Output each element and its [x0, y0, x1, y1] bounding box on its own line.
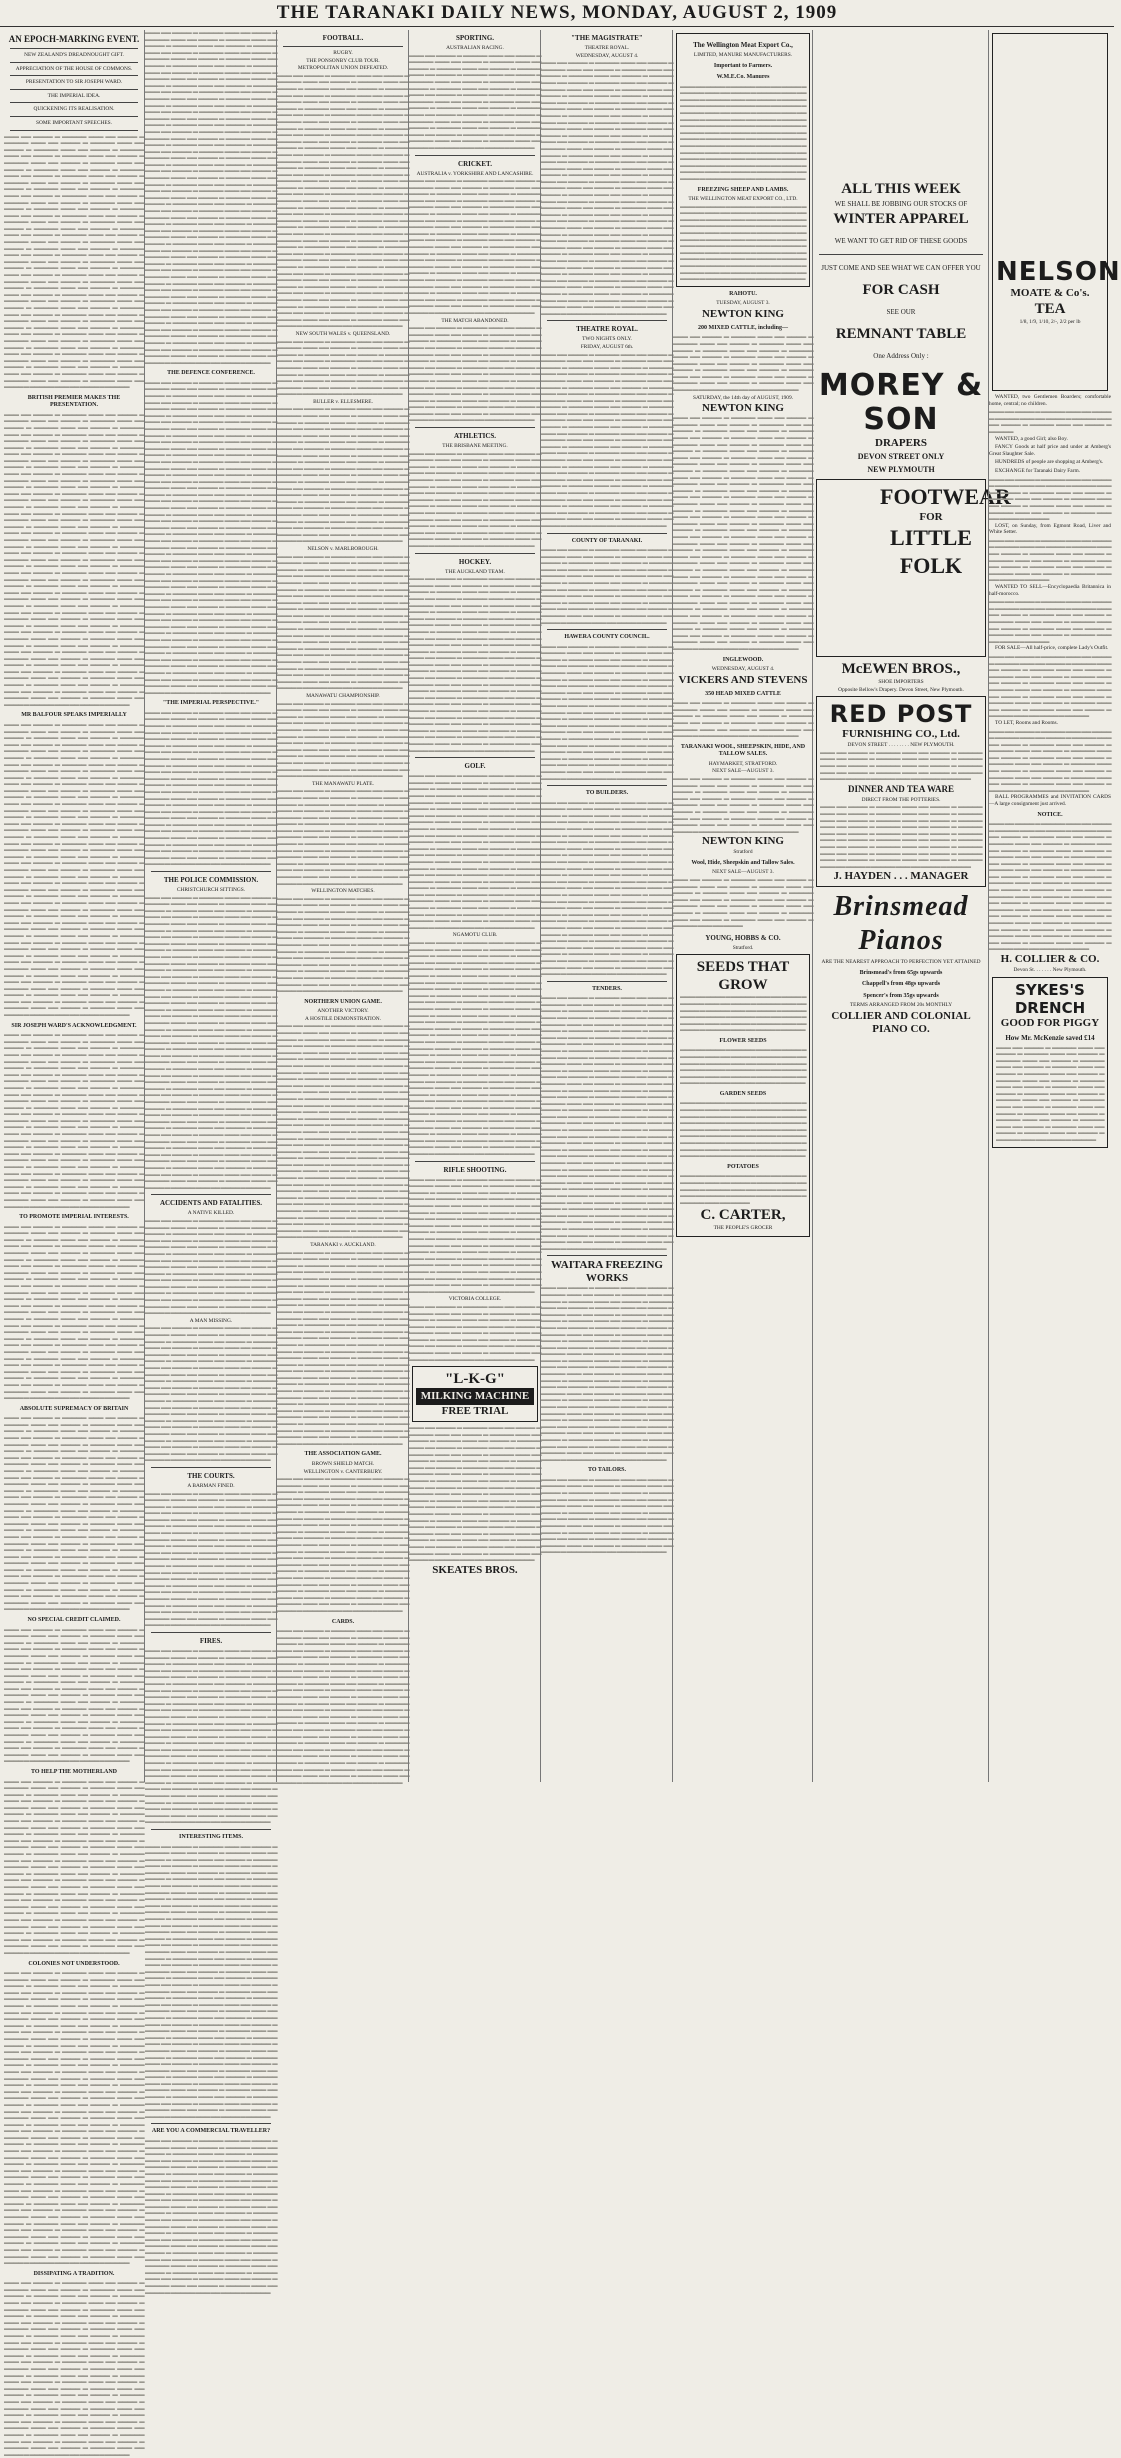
- ad-text: SEE OUR: [886, 308, 916, 316]
- ad-title: FOOTWEAR: [880, 484, 1011, 509]
- red-post-ad: [816, 696, 986, 887]
- section-heading: HOCKEY.: [458, 557, 492, 566]
- young-hobbs-ad: YOUNG, HOBBS & CO.: [705, 933, 781, 942]
- article-text: ▬▬▬ ▬▬ ▬▬▬▬ ▬ ▬▬▬▬▬ ▬▬▬ ▬▬ ▬▬▬▬ ▬ ▬▬▬▬▬ ▬▬▬ ▬▬ ▬▬▬▬ ▬ ▬▬▬▬▬ ▬▬▬ ▬▬ ▬▬▬▬ ▬ ▬▬▬▬▬ ▬▬▬ ▬▬ ▬▬▬▬ ▬ ▬▬▬▬▬ ▬▬▬ ▬▬ ▬▬▬▬ ▬ ▬▬▬▬▬ ▬▬▬ ▬▬ ▬▬▬▬ ▬ ▬▬▬▬▬ ▬▬▬ ▬▬ ▬▬▬▬ ▬ ▬▬▬▬▬ ▬▬▬ ▬▬ ▬▬▬▬ ▬ ▬▬▬▬▬ ▬▬▬ ▬▬ ▬▬▬▬ ▬ ▬▬▬▬▬ ▬▬▬ ▬▬ ▬▬▬▬ ▬ ▬▬▬▬▬ ▬▬▬ ▬▬ ▬▬▬▬ ▬ ▬▬▬▬▬ ▬▬▬ ▬▬ ▬▬▬▬ ▬ ▬▬▬▬▬ ▬▬▬ ▬▬ ▬▬▬▬ ▬ ▬▬▬▬▬ ▬▬▬ ▬▬ ▬▬▬▬ ▬ ▬▬▬▬▬ ▬▬▬ ▬▬ ▬▬▬▬ ▬ ▬▬▬▬▬ ▬▬▬ ▬▬ ▬▬▬▬ ▬ ▬▬▬▬▬ ▬▬▬ ▬▬ ▬▬▬▬ ▬ ▬▬▬▬▬ ▬▬▬ ▬▬ ▬▬▬▬ ▬ ▬▬▬▬▬ ▬▬▬ ▬▬ ▬▬▬▬ ▬ ▬▬▬▬▬ ▬▬▬ ▬▬ ▬▬▬▬ ▬ ▬▬▬▬▬ ▬▬▬ ▬▬ ▬▬▬▬ ▬ ▬▬▬▬▬ ▬▬▬ ▬▬ ▬▬▬▬ ▬ ▬▬▬▬▬ ▬▬▬ ▬▬ ▬▬▬▬ ▬ ▬▬▬▬▬ ▬▬▬ ▬▬ ▬▬▬▬ ▬ ▬▬▬▬▬: [277, 895, 409, 995]
- subhead: THE IMPERIAL IDEA.: [47, 92, 101, 99]
- subhead: THE PONSONBY CLUB TOUR.: [306, 57, 380, 64]
- article-text: ▬▬▬ ▬▬ ▬▬▬▬ ▬ ▬▬▬▬▬ ▬▬▬ ▬▬ ▬▬▬▬ ▬ ▬▬▬▬▬ ▬▬▬ ▬▬ ▬▬▬▬ ▬ ▬▬▬▬▬ ▬▬▬ ▬▬ ▬▬▬▬ ▬ ▬▬▬▬▬ ▬▬▬ ▬▬ ▬▬▬▬ ▬ ▬▬▬▬▬ ▬▬▬ ▬▬ ▬▬▬▬ ▬ ▬▬▬▬▬ ▬▬▬ ▬▬ ▬▬▬▬ ▬ ▬▬▬▬▬ ▬▬▬ ▬▬ ▬▬▬▬ ▬ ▬▬▬▬▬ ▬▬▬ ▬▬ ▬▬▬▬ ▬ ▬▬▬▬▬ ▬▬▬ ▬▬ ▬▬▬▬ ▬ ▬▬▬▬▬ ▬▬▬ ▬▬ ▬▬▬▬ ▬ ▬▬▬▬▬ ▬▬▬ ▬▬ ▬▬▬▬ ▬ ▬▬▬▬▬ ▬▬▬ ▬▬ ▬▬▬▬ ▬ ▬▬▬▬▬ ▬▬▬ ▬▬ ▬▬▬▬ ▬ ▬▬▬▬▬ ▬▬▬ ▬▬ ▬▬▬▬ ▬ ▬▬▬▬▬ ▬▬▬ ▬▬ ▬▬▬▬ ▬ ▬▬▬▬▬ ▬▬▬ ▬▬ ▬▬▬▬ ▬ ▬▬▬▬▬ ▬▬▬ ▬▬ ▬▬▬▬ ▬ ▬▬▬▬▬ ▬▬▬ ▬▬ ▬▬▬▬ ▬ ▬▬▬▬▬ ▬▬▬ ▬▬ ▬▬▬▬ ▬ ▬▬▬▬▬ ▬▬▬ ▬▬ ▬▬▬▬ ▬ ▬▬▬▬▬ ▬▬▬ ▬▬ ▬▬▬▬ ▬ ▬▬▬▬▬ ▬▬▬ ▬▬ ▬▬▬▬ ▬ ▬▬▬▬▬ ▬▬▬ ▬▬ ▬▬▬▬ ▬ ▬▬▬▬▬ ▬▬▬ ▬▬ ▬▬▬▬ ▬ ▬▬▬▬▬ ▬▬▬ ▬▬ ▬▬▬▬ ▬ ▬▬▬▬▬ ▬▬▬ ▬▬ ▬▬▬▬ ▬ ▬▬▬▬▬ ▬▬▬ ▬▬ ▬▬▬▬ ▬ ▬▬▬▬▬ ▬▬▬ ▬▬ ▬▬▬▬ ▬ ▬▬▬▬▬ ▬▬▬ ▬▬ ▬▬▬▬ ▬ ▬▬▬▬▬ ▬▬▬ ▬▬ ▬▬▬▬ ▬ ▬▬▬▬▬ ▬▬▬ ▬▬ ▬▬▬▬ ▬ ▬▬▬▬▬ ▬▬▬ ▬▬ ▬▬▬▬ ▬ ▬▬▬▬▬ ▬▬▬ ▬▬ ▬▬▬▬ ▬ ▬▬▬▬▬ ▬▬▬ ▬▬ ▬▬▬▬ ▬ ▬▬▬▬▬ ▬▬▬ ▬▬ ▬▬▬▬ ▬ ▬▬▬▬▬ ▬▬▬ ▬▬ ▬▬▬▬ ▬ ▬▬▬▬▬ ▬▬▬ ▬▬ ▬▬▬▬ ▬ ▬▬▬▬▬ ▬▬▬ ▬▬ ▬▬▬▬ ▬ ▬▬▬▬▬ ▬▬▬ ▬▬ ▬▬▬▬ ▬ ▬▬▬▬▬ ▬▬▬ ▬▬ ▬▬▬▬ ▬ ▬▬▬▬▬ ▬▬▬ ▬▬ ▬▬▬▬ ▬ ▬▬▬▬▬ ▬▬▬ ▬▬ ▬▬▬▬ ▬ ▬▬▬▬▬ ▬▬▬ ▬▬ ▬▬▬▬ ▬ ▬▬▬▬▬ ▬▬▬ ▬▬ ▬▬▬▬ ▬ ▬▬▬▬▬ ▬▬▬ ▬▬ ▬▬▬▬ ▬ ▬▬▬▬▬ ▬▬▬ ▬▬ ▬▬▬▬ ▬ ▬▬▬▬▬ ▬▬▬ ▬▬ ▬▬▬▬ ▬ ▬▬▬▬▬ ▬▬▬ ▬▬ ▬▬▬▬ ▬ ▬▬▬▬▬ ▬▬▬ ▬▬ ▬▬▬▬ ▬ ▬▬▬▬▬ ▬▬▬ ▬▬ ▬▬▬▬ ▬ ▬▬▬▬▬ ▬▬▬ ▬▬ ▬▬▬▬ ▬ ▬▬▬▬▬ ▬▬▬ ▬▬ ▬▬▬▬ ▬ ▬▬▬▬▬ ▬▬▬ ▬▬ ▬▬▬▬ ▬ ▬▬▬▬▬ ▬▬▬ ▬▬ ▬▬▬▬ ▬ ▬▬▬▬▬ ▬▬▬ ▬▬ ▬▬▬▬ ▬ ▬▬▬▬▬ ▬▬▬ ▬▬ ▬▬▬▬ ▬ ▬▬▬▬▬ ▬▬▬ ▬▬ ▬▬▬▬ ▬ ▬▬▬▬▬ ▬▬▬ ▬▬ ▬▬▬▬ ▬ ▬▬▬▬▬ ▬▬▬ ▬▬ ▬▬▬▬ ▬ ▬▬▬▬▬ ▬▬▬ ▬▬ ▬▬▬▬ ▬ ▬▬▬▬▬ ▬▬▬ ▬▬ ▬▬▬▬ ▬ ▬▬▬▬▬ ▬▬▬ ▬▬ ▬▬▬▬ ▬ ▬▬▬▬▬ ▬▬▬ ▬▬ ▬▬▬▬ ▬ ▬▬▬▬▬ ▬▬▬ ▬▬ ▬▬▬▬ ▬ ▬▬▬▬▬: [277, 72, 409, 330]
- ad-heading: RAHOTU.: [729, 290, 757, 297]
- article-text: ▬▬▬ ▬▬ ▬▬▬▬ ▬ ▬▬▬▬▬ ▬▬▬ ▬▬ ▬▬▬▬ ▬ ▬▬▬▬▬ ▬▬▬ ▬▬ ▬▬▬▬ ▬ ▬▬▬▬▬ ▬▬▬ ▬▬ ▬▬▬▬ ▬ ▬▬▬▬▬ ▬▬▬ ▬▬ ▬▬▬▬ ▬ ▬▬▬▬▬ ▬▬▬ ▬▬ ▬▬▬▬ ▬ ▬▬▬▬▬ ▬▬▬ ▬▬ ▬▬▬▬ ▬ ▬▬▬▬▬ ▬▬▬ ▬▬ ▬▬▬▬ ▬ ▬▬▬▬▬ ▬▬▬ ▬▬ ▬▬▬▬ ▬ ▬▬▬▬▬ ▬▬▬ ▬▬ ▬▬▬▬ ▬ ▬▬▬▬▬ ▬▬▬ ▬▬ ▬▬▬▬ ▬ ▬▬▬▬▬ ▬▬▬ ▬▬ ▬▬▬▬ ▬ ▬▬▬▬▬ ▬▬▬ ▬▬ ▬▬▬▬ ▬ ▬▬▬▬▬ ▬▬▬ ▬▬ ▬▬▬▬ ▬ ▬▬▬▬▬ ▬▬▬ ▬▬ ▬▬▬▬ ▬ ▬▬▬▬▬ ▬▬▬ ▬▬ ▬▬▬▬ ▬ ▬▬▬▬▬ ▬▬▬ ▬▬ ▬▬▬▬ ▬ ▬▬▬▬▬ ▬▬▬ ▬▬ ▬▬▬▬ ▬ ▬▬▬▬▬ ▬▬▬ ▬▬ ▬▬▬▬ ▬ ▬▬▬▬▬ ▬▬▬ ▬▬ ▬▬▬▬ ▬ ▬▬▬▬▬ ▬▬▬ ▬▬ ▬▬▬▬ ▬ ▬▬▬▬▬ ▬▬▬ ▬▬ ▬▬▬▬ ▬ ▬▬▬▬▬ ▬▬▬ ▬▬ ▬▬▬▬ ▬ ▬▬▬▬▬ ▬▬▬ ▬▬ ▬▬▬▬ ▬ ▬▬▬▬▬ ▬▬▬ ▬▬ ▬▬▬▬ ▬ ▬▬▬▬▬ ▬▬▬ ▬▬ ▬▬▬▬ ▬ ▬▬▬▬▬ ▬▬▬ ▬▬ ▬▬▬▬ ▬ ▬▬▬▬▬ ▬▬▬ ▬▬ ▬▬▬▬ ▬ ▬▬▬▬▬ ▬▬▬ ▬▬ ▬▬▬▬ ▬ ▬▬▬▬▬ ▬▬▬ ▬▬ ▬▬▬▬ ▬ ▬▬▬▬▬ ▬▬▬ ▬▬ ▬▬▬▬ ▬ ▬▬▬▬▬ ▬▬▬ ▬▬ ▬▬▬▬ ▬ ▬▬▬▬▬ ▬▬▬ ▬▬ ▬▬▬▬ ▬ ▬▬▬▬▬ ▬▬▬ ▬▬ ▬▬▬▬ ▬ ▬▬▬▬▬ ▬▬▬ ▬▬ ▬▬▬▬ ▬ ▬▬▬▬▬ ▬▬▬ ▬▬ ▬▬▬▬ ▬ ▬▬▬▬▬ ▬▬▬ ▬▬ ▬▬▬▬ ▬ ▬▬▬▬▬ ▬▬▬ ▬▬ ▬▬▬▬ ▬ ▬▬▬▬▬ ▬▬▬ ▬▬ ▬▬▬▬ ▬ ▬▬▬▬▬ ▬▬▬ ▬▬ ▬▬▬▬ ▬ ▬▬▬▬▬ ▬▬▬ ▬▬ ▬▬▬▬ ▬ ▬▬▬▬▬ ▬▬▬ ▬▬ ▬▬▬▬ ▬ ▬▬▬▬▬ ▬▬▬ ▬▬ ▬▬▬▬ ▬ ▬▬▬▬▬ ▬▬▬ ▬▬ ▬▬▬▬ ▬ ▬▬▬▬▬ ▬▬▬ ▬▬ ▬▬▬▬ ▬ ▬▬▬▬▬ ▬▬▬ ▬▬ ▬▬▬▬ ▬ ▬▬▬▬▬ ▬▬▬ ▬▬ ▬▬▬▬ ▬ ▬▬▬▬▬ ▬▬▬ ▬▬ ▬▬▬▬ ▬ ▬▬▬▬▬ ▬▬▬ ▬▬ ▬▬▬▬ ▬ ▬▬▬▬▬ ▬▬▬ ▬▬ ▬▬▬▬ ▬ ▬▬▬▬▬ ▬▬▬ ▬▬ ▬▬▬▬ ▬ ▬▬▬▬▬ ▬▬▬ ▬▬ ▬▬▬▬ ▬ ▬▬▬▬▬ ▬▬▬ ▬▬ ▬▬▬▬ ▬ ▬▬▬▬▬ ▬▬▬ ▬▬ ▬▬▬▬ ▬ ▬▬▬▬▬ ▬▬▬ ▬▬ ▬▬▬▬ ▬ ▬▬▬▬▬: [409, 940, 541, 1158]
- collier-colonial-piano-ad: COLLIER AND COLONIAL PIANO CO.: [831, 1009, 971, 1035]
- section-heading: THE DEFENCE CONFERENCE.: [167, 370, 255, 377]
- subhead: SOME IMPORTANT SPEECHES.: [36, 119, 112, 126]
- article-text: ▬▬▬ ▬▬ ▬▬▬▬ ▬ ▬▬▬▬▬ ▬▬▬ ▬▬ ▬▬▬▬ ▬ ▬▬▬▬▬ ▬▬▬ ▬▬ ▬▬▬▬ ▬ ▬▬▬▬▬ ▬▬▬ ▬▬ ▬▬▬▬ ▬ ▬▬▬▬▬ ▬▬▬ ▬▬ ▬▬▬▬ ▬ ▬▬▬▬▬ ▬▬▬ ▬▬ ▬▬▬▬ ▬ ▬▬▬▬▬ ▬▬▬ ▬▬ ▬▬▬▬ ▬ ▬▬▬▬▬ ▬▬▬ ▬▬ ▬▬▬▬ ▬ ▬▬▬▬▬ ▬▬▬ ▬▬ ▬▬▬▬ ▬ ▬▬▬▬▬ ▬▬▬ ▬▬ ▬▬▬▬ ▬ ▬▬▬▬▬ ▬▬▬ ▬▬ ▬▬▬▬ ▬ ▬▬▬▬▬ ▬▬▬ ▬▬ ▬▬▬▬ ▬ ▬▬▬▬▬ ▬▬▬ ▬▬ ▬▬▬▬ ▬ ▬▬▬▬▬ ▬▬▬ ▬▬ ▬▬▬▬ ▬ ▬▬▬▬▬ ▬▬▬ ▬▬ ▬▬▬▬ ▬ ▬▬▬▬▬ ▬▬▬ ▬▬ ▬▬▬▬ ▬ ▬▬▬▬▬ ▬▬▬ ▬▬ ▬▬▬▬ ▬ ▬▬▬▬▬ ▬▬▬ ▬▬ ▬▬▬▬ ▬ ▬▬▬▬▬ ▬▬▬ ▬▬ ▬▬▬▬ ▬ ▬▬▬▬▬ ▬▬▬ ▬▬ ▬▬▬▬ ▬ ▬▬▬▬▬ ▬▬▬ ▬▬ ▬▬▬▬ ▬ ▬▬▬▬▬ ▬▬▬ ▬▬ ▬▬▬▬ ▬ ▬▬▬▬▬ ▬▬▬ ▬▬ ▬▬▬▬ ▬ ▬▬▬▬▬ ▬▬▬ ▬▬ ▬▬▬▬ ▬ ▬▬▬▬▬ ▬▬▬ ▬▬ ▬▬▬▬ ▬ ▬▬▬▬▬ ▬▬▬ ▬▬ ▬▬▬▬ ▬ ▬▬▬▬▬ ▬▬▬ ▬▬ ▬▬▬▬ ▬ ▬▬▬▬▬ ▬▬▬ ▬▬ ▬▬▬▬ ▬ ▬▬▬▬▬ ▬▬▬ ▬▬ ▬▬▬▬ ▬ ▬▬▬▬▬ ▬▬▬ ▬▬ ▬▬▬▬ ▬ ▬▬▬▬▬ ▬▬▬ ▬▬ ▬▬▬▬ ▬ ▬▬▬▬▬ ▬▬▬ ▬▬ ▬▬▬▬ ▬ ▬▬▬▬▬ ▬▬▬ ▬▬ ▬▬▬▬ ▬ ▬▬▬▬▬ ▬▬▬ ▬▬ ▬▬▬▬ ▬ ▬▬▬▬▬ ▬▬▬ ▬▬ ▬▬▬▬ ▬ ▬▬▬▬▬: [145, 1490, 277, 1629]
- ad-text: ▬▬▬ ▬▬ ▬▬▬▬ ▬ ▬▬▬▬▬ ▬▬▬ ▬▬ ▬▬▬▬ ▬ ▬▬▬▬▬ ▬▬▬ ▬▬ ▬▬▬▬ ▬ ▬▬▬▬▬ ▬▬▬ ▬▬ ▬▬▬▬ ▬ ▬▬▬▬▬ ▬▬▬ ▬▬ ▬▬▬▬ ▬ ▬▬▬▬▬ ▬▬▬ ▬▬ ▬▬▬▬ ▬ ▬▬▬▬▬ ▬▬▬ ▬▬ ▬▬▬▬ ▬ ▬▬▬▬▬ ▬▬▬ ▬▬ ▬▬▬▬ ▬ ▬▬▬▬▬ ▬▬▬ ▬▬ ▬▬▬▬ ▬ ▬▬▬▬▬ ▬▬▬ ▬▬ ▬▬▬▬ ▬ ▬▬▬▬▬ ▬▬▬ ▬▬ ▬▬▬▬ ▬ ▬▬▬▬▬ ▬▬▬ ▬▬ ▬▬▬▬ ▬ ▬▬▬▬▬ ▬▬▬ ▬▬ ▬▬▬▬ ▬ ▬▬▬▬▬ ▬▬▬ ▬▬ ▬▬▬▬ ▬ ▬▬▬▬▬ ▬▬▬ ▬▬ ▬▬▬▬ ▬ ▬▬▬▬▬ ▬▬▬ ▬▬ ▬▬▬▬ ▬ ▬▬▬▬▬ ▬▬▬ ▬▬ ▬▬▬▬ ▬ ▬▬▬▬▬ ▬▬▬ ▬▬ ▬▬▬▬ ▬ ▬▬▬▬▬ ▬▬▬ ▬▬ ▬▬▬▬ ▬ ▬▬▬▬▬ ▬▬▬ ▬▬ ▬▬▬▬ ▬ ▬▬▬▬▬ ▬▬▬ ▬▬ ▬▬▬▬ ▬ ▬▬▬▬▬ ▬▬▬ ▬▬ ▬▬▬▬ ▬ ▬▬▬▬▬ ▬▬▬ ▬▬ ▬▬▬▬ ▬ ▬▬▬▬▬ ▬▬▬ ▬▬ ▬▬▬▬ ▬ ▬▬▬▬▬ ▬▬▬ ▬▬ ▬▬▬▬ ▬ ▬▬▬▬▬: [680, 83, 806, 182]
- ad-title: The Wellington Meat Export Co.,: [693, 41, 793, 49]
- article-text: ▬▬▬ ▬▬ ▬▬▬▬ ▬ ▬▬▬▬▬ ▬▬▬ ▬▬ ▬▬▬▬ ▬ ▬▬▬▬▬ ▬▬▬ ▬▬ ▬▬▬▬ ▬ ▬▬▬▬▬ ▬▬▬ ▬▬ ▬▬▬▬ ▬ ▬▬▬▬▬ ▬▬▬ ▬▬ ▬▬▬▬ ▬ ▬▬▬▬▬ ▬▬▬ ▬▬ ▬▬▬▬ ▬ ▬▬▬▬▬ ▬▬▬ ▬▬ ▬▬▬▬ ▬ ▬▬▬▬▬ ▬▬▬ ▬▬ ▬▬▬▬ ▬ ▬▬▬▬▬ ▬▬▬ ▬▬ ▬▬▬▬ ▬ ▬▬▬▬▬ ▬▬▬ ▬▬ ▬▬▬▬ ▬ ▬▬▬▬▬ ▬▬▬ ▬▬ ▬▬▬▬ ▬ ▬▬▬▬▬ ▬▬▬ ▬▬ ▬▬▬▬ ▬ ▬▬▬▬▬ ▬▬▬ ▬▬ ▬▬▬▬ ▬ ▬▬▬▬▬ ▬▬▬ ▬▬ ▬▬▬▬ ▬ ▬▬▬▬▬ ▬▬▬ ▬▬ ▬▬▬▬ ▬ ▬▬▬▬▬ ▬▬▬ ▬▬ ▬▬▬▬ ▬ ▬▬▬▬▬ ▬▬▬ ▬▬ ▬▬▬▬ ▬ ▬▬▬▬▬ ▬▬▬ ▬▬ ▬▬▬▬ ▬ ▬▬▬▬▬ ▬▬▬ ▬▬ ▬▬▬▬ ▬ ▬▬▬▬▬ ▬▬▬ ▬▬ ▬▬▬▬ ▬ ▬▬▬▬▬ ▬▬▬ ▬▬ ▬▬▬▬ ▬ ▬▬▬▬▬ ▬▬▬ ▬▬ ▬▬▬▬ ▬ ▬▬▬▬▬ ▬▬▬ ▬▬ ▬▬▬▬ ▬ ▬▬▬▬▬ ▬▬▬ ▬▬ ▬▬▬▬ ▬ ▬▬▬▬▬ ▬▬▬ ▬▬ ▬▬▬▬ ▬ ▬▬▬▬▬ ▬▬▬ ▬▬ ▬▬▬▬ ▬ ▬▬▬▬▬ ▬▬▬ ▬▬ ▬▬▬▬ ▬ ▬▬▬▬▬ ▬▬▬ ▬▬ ▬▬▬▬ ▬ ▬▬▬▬▬ ▬▬▬ ▬▬ ▬▬▬▬ ▬ ▬▬▬▬▬ ▬▬▬ ▬▬ ▬▬▬▬ ▬ ▬▬▬▬▬ ▬▬▬ ▬▬ ▬▬▬▬ ▬ ▬▬▬▬▬ ▬▬▬ ▬▬ ▬▬▬▬ ▬ ▬▬▬▬▬ ▬▬▬ ▬▬ ▬▬▬▬ ▬ ▬▬▬▬▬ ▬▬▬ ▬▬ ▬▬▬▬ ▬ ▬▬▬▬▬ ▬▬▬ ▬▬ ▬▬▬▬ ▬ ▬▬▬▬▬ ▬▬▬ ▬▬ ▬▬▬▬ ▬ ▬▬▬▬▬ ▬▬▬ ▬▬ ▬▬▬▬ ▬ ▬▬▬▬▬ ▬▬▬ ▬▬ ▬▬▬▬ ▬ ▬▬▬▬▬ ▬▬▬ ▬▬ ▬▬▬▬ ▬ ▬▬▬▬▬ ▬▬▬ ▬▬ ▬▬▬▬ ▬ ▬▬▬▬▬ ▬▬▬ ▬▬ ▬▬▬▬ ▬ ▬▬▬▬▬ ▬▬▬ ▬▬ ▬▬▬▬ ▬ ▬▬▬▬▬ ▬▬▬ ▬▬ ▬▬▬▬ ▬ ▬▬▬▬▬ ▬▬▬ ▬▬ ▬▬▬▬ ▬ ▬▬▬▬▬ ▬▬▬ ▬▬ ▬▬▬▬ ▬ ▬▬▬▬▬: [4, 1778, 144, 1956]
- ad-title: TEA: [1034, 301, 1066, 317]
- newspaper-masthead: THE TARANAKI DAILY NEWS, MONDAY, AUGUST 2, 1909: [0, 0, 1114, 27]
- ad-text: ▬▬▬ ▬▬ ▬▬▬▬ ▬ ▬▬▬▬▬ ▬▬▬ ▬▬ ▬▬▬▬ ▬ ▬▬▬▬▬ ▬▬▬ ▬▬ ▬▬▬▬ ▬ ▬▬▬▬▬ ▬▬▬ ▬▬ ▬▬▬▬ ▬ ▬▬▬▬▬ ▬▬▬ ▬▬ ▬▬▬▬ ▬ ▬▬▬▬▬ ▬▬▬ ▬▬ ▬▬▬▬ ▬ ▬▬▬▬▬ ▬▬▬ ▬▬ ▬▬▬▬ ▬ ▬▬▬▬▬ ▬▬▬ ▬▬ ▬▬▬▬: [680, 1173, 806, 1206]
- ad-text: Opposite Bellow's Drapery. Devon Street, New Plymouth.: [838, 686, 964, 693]
- classified-ad: LOST, on Sunday, from Egmont Road, Liver and White Setter.: [989, 522, 1111, 536]
- ad-text: ▬▬▬ ▬▬ ▬▬▬▬ ▬ ▬▬▬▬▬ ▬▬▬ ▬▬ ▬▬▬▬ ▬ ▬▬▬▬▬ ▬▬▬ ▬▬ ▬▬▬▬ ▬ ▬▬▬▬▬ ▬▬▬ ▬▬ ▬▬▬▬ ▬ ▬▬▬▬▬ ▬▬▬ ▬▬ ▬▬▬▬ ▬ ▬▬▬▬▬ ▬▬▬ ▬▬ ▬▬▬▬ ▬ ▬▬▬▬▬ ▬▬▬ ▬▬ ▬▬▬▬ ▬ ▬▬▬▬▬ ▬▬▬ ▬▬ ▬▬▬▬ ▬ ▬▬▬▬▬ ▬▬▬ ▬▬ ▬▬▬▬ ▬ ▬▬▬▬▬ ▬▬▬ ▬▬ ▬▬▬▬ ▬ ▬▬▬▬▬ ▬▬▬ ▬▬ ▬▬▬▬ ▬ ▬▬▬▬▬ ▬▬▬ ▬▬ ▬▬▬▬ ▬ ▬▬▬▬▬ ▬▬▬ ▬▬ ▬▬▬▬: [673, 877, 813, 930]
- newton-king-ad: NEWTON KING: [701, 307, 784, 320]
- article-text: ▬▬▬ ▬▬ ▬▬▬▬ ▬ ▬▬▬▬▬ ▬▬▬ ▬▬ ▬▬▬▬ ▬ ▬▬▬▬▬ ▬▬▬ ▬▬ ▬▬▬▬ ▬ ▬▬▬▬▬ ▬▬▬ ▬▬ ▬▬▬▬ ▬ ▬▬▬▬▬ ▬▬▬ ▬▬ ▬▬▬▬ ▬ ▬▬▬▬▬ ▬▬▬ ▬▬ ▬▬▬▬ ▬ ▬▬▬▬▬ ▬▬▬ ▬▬ ▬▬▬▬ ▬ ▬▬▬▬▬ ▬▬▬ ▬▬ ▬▬▬▬ ▬ ▬▬▬▬▬ ▬▬▬ ▬▬ ▬▬▬▬ ▬ ▬▬▬▬▬ ▬▬▬ ▬▬ ▬▬▬▬ ▬ ▬▬▬▬▬ ▬▬▬ ▬▬ ▬▬▬▬ ▬ ▬▬▬▬▬ ▬▬▬ ▬▬ ▬▬▬▬ ▬ ▬▬▬▬▬ ▬▬▬ ▬▬ ▬▬▬▬ ▬ ▬▬▬▬▬ ▬▬▬ ▬▬ ▬▬▬▬ ▬ ▬▬▬▬▬ ▬▬▬ ▬▬ ▬▬▬▬ ▬ ▬▬▬▬▬ ▬▬▬ ▬▬ ▬▬▬▬ ▬ ▬▬▬▬▬ ▬▬▬ ▬▬ ▬▬▬▬ ▬ ▬▬▬▬▬ ▬▬▬ ▬▬ ▬▬▬▬ ▬ ▬▬▬▬▬ ▬▬▬ ▬▬ ▬▬▬▬ ▬ ▬▬▬▬▬ ▬▬▬ ▬▬ ▬▬▬▬ ▬ ▬▬▬▬▬ ▬▬▬ ▬▬ ▬▬▬▬ ▬ ▬▬▬▬▬ ▬▬▬ ▬▬ ▬▬▬▬ ▬ ▬▬▬▬▬ ▬▬▬ ▬▬ ▬▬▬▬ ▬ ▬▬▬▬▬ ▬▬▬ ▬▬ ▬▬▬▬ ▬ ▬▬▬▬▬ ▬▬▬ ▬▬ ▬▬▬▬ ▬ ▬▬▬▬▬ ▬▬▬ ▬▬ ▬▬▬▬ ▬ ▬▬▬▬▬ ▬▬▬ ▬▬ ▬▬▬▬ ▬ ▬▬▬▬▬ ▬▬▬ ▬▬ ▬▬▬▬ ▬ ▬▬▬▬▬ ▬▬▬ ▬▬ ▬▬▬▬ ▬ ▬▬▬▬▬ ▬▬▬ ▬▬ ▬▬▬▬ ▬ ▬▬▬▬▬ ▬▬▬ ▬▬ ▬▬▬▬ ▬ ▬▬▬▬▬ ▬▬▬ ▬▬ ▬▬▬▬ ▬ ▬▬▬▬▬ ▬▬▬ ▬▬ ▬▬▬▬ ▬ ▬▬▬▬▬ ▬▬▬ ▬▬ ▬▬▬▬ ▬ ▬▬▬▬▬ ▬▬▬ ▬▬ ▬▬▬▬ ▬ ▬▬▬▬▬ ▬▬▬ ▬▬ ▬▬▬▬ ▬ ▬▬▬▬▬ ▬▬▬ ▬▬ ▬▬▬▬ ▬ ▬▬▬▬▬ ▬▬▬ ▬▬ ▬▬▬▬ ▬ ▬▬▬▬▬ ▬▬▬ ▬▬ ▬▬▬▬ ▬ ▬▬▬▬▬ ▬▬▬ ▬▬ ▬▬▬▬ ▬ ▬▬▬▬▬ ▬▬▬ ▬▬ ▬▬▬▬ ▬ ▬▬▬▬▬ ▬▬▬ ▬▬ ▬▬▬▬ ▬ ▬▬▬▬▬ ▬▬▬ ▬▬ ▬▬▬▬ ▬ ▬▬▬▬▬ ▬▬▬ ▬▬ ▬▬▬▬ ▬ ▬▬▬▬▬ ▬▬▬ ▬▬ ▬▬▬▬ ▬ ▬▬▬▬▬: [145, 1647, 277, 1826]
- section-heading: ABSOLUTE SUPREMACY OF BRITAIN: [19, 1405, 129, 1412]
- section-heading: CRICKET.: [458, 159, 492, 168]
- ad-headline: REMNANT TABLE: [835, 326, 967, 342]
- ad-text: ▬▬▬ ▬▬ ▬▬▬▬ ▬ ▬▬▬▬▬ ▬▬▬ ▬▬ ▬▬▬▬ ▬ ▬▬▬▬▬ ▬▬▬ ▬▬ ▬▬▬▬ ▬ ▬▬▬▬▬ ▬▬▬ ▬▬ ▬▬▬▬ ▬ ▬▬▬▬▬ ▬▬▬ ▬▬ ▬▬▬▬ ▬ ▬▬▬▬▬ ▬▬▬ ▬▬ ▬▬▬▬ ▬ ▬▬▬▬▬ ▬▬▬ ▬▬ ▬▬▬▬ ▬ ▬▬▬▬▬ ▬▬▬ ▬▬ ▬▬▬▬ ▬ ▬▬▬▬▬ ▬▬▬ ▬▬ ▬▬▬▬ ▬ ▬▬▬▬▬ ▬▬▬ ▬▬ ▬▬▬▬ ▬ ▬▬▬▬▬ ▬▬▬ ▬▬ ▬▬▬▬ ▬ ▬▬▬▬▬ ▬▬▬ ▬▬ ▬▬▬▬ ▬ ▬▬▬▬▬ ▬▬▬ ▬▬ ▬▬▬▬ ▬ ▬▬▬▬▬ ▬▬▬ ▬▬ ▬▬▬▬ ▬ ▬▬▬▬▬ ▬▬▬ ▬▬ ▬▬▬▬ ▬ ▬▬▬▬▬: [989, 653, 1111, 720]
- ad-text: ▬▬▬ ▬▬ ▬▬▬▬ ▬ ▬▬▬▬▬ ▬▬▬ ▬▬ ▬▬▬▬ ▬ ▬▬▬▬▬ ▬▬▬ ▬▬ ▬▬▬▬ ▬ ▬▬▬▬▬ ▬▬▬ ▬▬ ▬▬▬▬ ▬ ▬▬▬▬▬ ▬▬▬ ▬▬ ▬▬▬▬ ▬ ▬▬▬▬▬ ▬▬▬ ▬▬ ▬▬▬▬ ▬ ▬▬▬▬▬ ▬▬▬ ▬▬ ▬▬▬▬ ▬ ▬▬▬▬▬ ▬▬▬ ▬▬ ▬▬▬▬ ▬ ▬▬▬▬▬ ▬▬▬ ▬▬ ▬▬▬▬ ▬ ▬▬▬▬▬ ▬▬▬ ▬▬ ▬▬▬▬ ▬ ▬▬▬▬▬ ▬▬▬ ▬▬ ▬▬▬▬ ▬ ▬▬▬▬▬ ▬▬▬ ▬▬ ▬▬▬▬ ▬ ▬▬▬▬▬ ▬▬▬ ▬▬ ▬▬▬▬ ▬ ▬▬▬▬▬ ▬▬▬ ▬▬ ▬▬▬▬ ▬ ▬▬▬▬▬ ▬▬▬ ▬▬ ▬▬▬▬ ▬ ▬▬▬▬▬ ▬▬▬ ▬▬ ▬▬▬▬ ▬ ▬▬▬▬▬ ▬▬▬ ▬▬ ▬▬▬▬ ▬ ▬▬▬▬▬ ▬▬▬ ▬▬ ▬▬▬▬ ▬ ▬▬▬▬▬ ▬▬▬ ▬▬ ▬▬▬▬ ▬ ▬▬▬▬▬ ▬▬▬ ▬▬ ▬▬▬▬ ▬ ▬▬▬▬▬: [541, 547, 673, 626]
- section-heading: GOLF.: [464, 762, 486, 771]
- article-text: ▬▬▬ ▬▬ ▬▬▬▬ ▬ ▬▬▬▬▬ ▬▬▬ ▬▬ ▬▬▬▬ ▬ ▬▬▬▬▬ ▬▬▬ ▬▬ ▬▬▬▬ ▬ ▬▬▬▬▬ ▬▬▬ ▬▬ ▬▬▬▬ ▬ ▬▬▬▬▬ ▬▬▬ ▬▬ ▬▬▬▬ ▬ ▬▬▬▬▬ ▬▬▬ ▬▬ ▬▬▬▬ ▬ ▬▬▬▬▬ ▬▬▬ ▬▬ ▬▬▬▬ ▬ ▬▬▬▬▬ ▬▬▬ ▬▬ ▬▬▬▬ ▬ ▬▬▬▬▬ ▬▬▬ ▬▬ ▬▬▬▬ ▬ ▬▬▬▬▬ ▬▬▬ ▬▬ ▬▬▬▬ ▬ ▬▬▬▬▬ ▬▬▬ ▬▬ ▬▬▬▬ ▬ ▬▬▬▬▬ ▬▬▬ ▬▬ ▬▬▬▬ ▬ ▬▬▬▬▬ ▬▬▬ ▬▬ ▬▬▬▬ ▬ ▬▬▬▬▬ ▬▬▬ ▬▬ ▬▬▬▬ ▬ ▬▬▬▬▬ ▬▬▬ ▬▬ ▬▬▬▬ ▬ ▬▬▬▬▬ ▬▬▬ ▬▬ ▬▬▬▬ ▬ ▬▬▬▬▬ ▬▬▬ ▬▬ ▬▬▬▬ ▬ ▬▬▬▬▬ ▬▬▬ ▬▬ ▬▬▬▬ ▬ ▬▬▬▬▬ ▬▬▬ ▬▬ ▬▬▬▬ ▬ ▬▬▬▬▬ ▬▬▬ ▬▬ ▬▬▬▬ ▬ ▬▬▬▬▬ ▬▬▬ ▬▬ ▬▬▬▬ ▬ ▬▬▬▬▬ ▬▬▬ ▬▬ ▬▬▬▬ ▬ ▬▬▬▬▬ ▬▬▬ ▬▬ ▬▬▬▬ ▬ ▬▬▬▬▬ ▬▬▬ ▬▬ ▬▬▬▬ ▬ ▬▬▬▬▬ ▬▬▬ ▬▬ ▬▬▬▬ ▬ ▬▬▬▬▬: [277, 788, 409, 887]
- ad-subtitle: MILKING MACHINE: [416, 1388, 534, 1405]
- ad-text: DRAPERS: [875, 437, 927, 449]
- classified-ad: WANTED, two Gentlemen Boarders; comfortable home, central; no children.: [989, 394, 1111, 407]
- ad-text: Chappell's from 48gs upwards: [861, 981, 941, 988]
- article-text: ▬▬▬ ▬▬ ▬▬▬▬ ▬ ▬▬▬▬▬ ▬▬▬ ▬▬ ▬▬▬▬ ▬ ▬▬▬▬▬ ▬▬▬ ▬▬ ▬▬▬▬ ▬ ▬▬▬▬▬ ▬▬▬ ▬▬ ▬▬▬▬ ▬ ▬▬▬▬▬ ▬▬▬ ▬▬ ▬▬▬▬ ▬ ▬▬▬▬▬ ▬▬▬ ▬▬ ▬▬▬▬ ▬ ▬▬▬▬▬ ▬▬▬ ▬▬ ▬▬▬▬ ▬ ▬▬▬▬▬ ▬▬▬ ▬▬ ▬▬▬▬ ▬ ▬▬▬▬▬ ▬▬▬ ▬▬ ▬▬▬▬ ▬ ▬▬▬▬▬ ▬▬▬ ▬▬ ▬▬▬▬ ▬ ▬▬▬▬▬ ▬▬▬ ▬▬ ▬▬▬▬ ▬ ▬▬▬▬▬ ▬▬▬ ▬▬ ▬▬▬▬ ▬ ▬▬▬▬▬ ▬▬▬ ▬▬ ▬▬▬▬ ▬ ▬▬▬▬▬ ▬▬▬ ▬▬ ▬▬▬▬ ▬ ▬▬▬▬▬ ▬▬▬ ▬▬ ▬▬▬▬ ▬ ▬▬▬▬▬ ▬▬▬ ▬▬ ▬▬▬▬ ▬ ▬▬▬▬▬ ▬▬▬ ▬▬ ▬▬▬▬ ▬ ▬▬▬▬▬ ▬▬▬ ▬▬ ▬▬▬▬ ▬ ▬▬▬▬▬ ▬▬▬ ▬▬ ▬▬▬▬ ▬ ▬▬▬▬▬ ▬▬▬ ▬▬ ▬▬▬▬ ▬ ▬▬▬▬▬ ▬▬▬ ▬▬ ▬▬▬▬ ▬ ▬▬▬▬▬ ▬▬▬ ▬▬ ▬▬▬▬ ▬ ▬▬▬▬▬ ▬▬▬ ▬▬ ▬▬▬▬ ▬ ▬▬▬▬▬ ▬▬▬ ▬▬ ▬▬▬▬ ▬ ▬▬▬▬▬ ▬▬▬ ▬▬ ▬▬▬▬ ▬ ▬▬▬▬▬ ▬▬▬ ▬▬ ▬▬▬▬ ▬ ▬▬▬▬▬ ▬▬▬ ▬▬ ▬▬▬▬ ▬ ▬▬▬▬▬ ▬▬▬ ▬▬ ▬▬▬▬ ▬ ▬▬▬▬▬ ▬▬▬ ▬▬ ▬▬▬▬ ▬ ▬▬▬▬▬ ▬▬▬ ▬▬ ▬▬▬▬ ▬ ▬▬▬▬▬ ▬▬▬ ▬▬ ▬▬▬▬ ▬ ▬▬▬▬▬ ▬▬▬ ▬▬ ▬▬▬▬ ▬ ▬▬▬▬▬ ▬▬▬ ▬▬ ▬▬▬▬ ▬ ▬▬▬▬▬ ▬▬▬ ▬▬ ▬▬▬▬ ▬ ▬▬▬▬▬ ▬▬▬ ▬▬ ▬▬▬▬ ▬ ▬▬▬▬▬: [4, 1626, 144, 1765]
- section-heading: ATHLETICS.: [453, 432, 497, 441]
- ad-text: ▬▬▬ ▬▬ ▬▬▬▬ ▬ ▬▬▬▬▬ ▬▬▬ ▬▬ ▬▬▬▬ ▬ ▬▬▬▬▬ ▬▬▬ ▬▬ ▬▬▬▬ ▬ ▬▬▬▬▬ ▬▬▬ ▬▬ ▬▬▬▬ ▬ ▬▬▬▬▬ ▬▬▬ ▬▬ ▬▬▬▬ ▬ ▬▬▬▬▬ ▬▬▬ ▬▬ ▬▬▬▬ ▬ ▬▬▬▬▬ ▬▬▬ ▬▬ ▬▬▬▬ ▬ ▬▬▬▬▬ ▬▬▬ ▬▬ ▬▬▬▬ ▬ ▬▬▬▬▬ ▬▬▬ ▬▬ ▬▬▬▬ ▬ ▬▬▬▬▬ ▬▬▬ ▬▬ ▬▬▬▬ ▬ ▬▬▬▬▬ ▬▬▬ ▬▬ ▬▬▬▬ ▬ ▬▬▬▬▬ ▬▬▬ ▬▬ ▬▬▬▬ ▬ ▬▬▬▬▬ ▬▬▬ ▬▬ ▬▬▬▬ ▬ ▬▬▬▬▬ ▬▬▬ ▬▬ ▬▬▬▬ ▬ ▬▬▬▬▬ ▬▬▬ ▬▬ ▬▬▬▬ ▬ ▬▬▬▬▬ ▬▬▬ ▬▬ ▬▬▬▬ ▬ ▬▬▬▬▬ ▬▬▬ ▬▬ ▬▬▬▬ ▬ ▬▬▬▬▬ ▬▬▬ ▬▬ ▬▬▬▬ ▬ ▬▬▬▬▬ ▬▬▬ ▬▬ ▬▬▬▬ ▬ ▬▬▬▬▬ ▬▬▬ ▬▬ ▬▬▬▬ ▬ ▬▬▬▬▬ ▬▬▬ ▬▬ ▬▬▬▬ ▬ ▬▬▬▬▬ ▬▬▬ ▬▬ ▬▬▬▬ ▬ ▬▬▬▬▬ ▬▬▬ ▬▬ ▬▬▬▬ ▬ ▬▬▬▬▬ ▬▬▬ ▬▬ ▬▬▬▬ ▬ ▬▬▬▬▬ ▬▬▬ ▬▬ ▬▬▬▬ ▬ ▬▬▬▬▬ ▬▬▬ ▬▬ ▬▬▬▬ ▬ ▬▬▬▬▬ ▬▬▬ ▬▬ ▬▬▬▬ ▬ ▬▬▬▬▬ ▬▬▬ ▬▬ ▬▬▬▬ ▬ ▬▬▬▬▬ ▬▬▬ ▬▬ ▬▬▬▬ ▬ ▬▬▬▬▬ ▬▬▬ ▬▬ ▬▬▬▬ ▬ ▬▬▬▬▬: [989, 821, 1111, 953]
- subhead: NGAMOTU CLUB.: [452, 932, 498, 939]
- divider: [415, 757, 535, 758]
- section-heading: NORTHERN UNION GAME.: [304, 998, 382, 1005]
- ad-text: DIRECT FROM THE POTTERIES.: [861, 796, 941, 803]
- ad-text: WE WANT TO GET RID OF THESE GOODS: [834, 237, 968, 245]
- ad-heading: FREEZING SHEEP AND LAMBS.: [697, 186, 789, 193]
- headline-epoch-event: AN EPOCH-MARKING EVENT.: [8, 34, 140, 44]
- divider: [10, 75, 138, 76]
- ad-subtitle: FURNISHING CO., Ltd.: [842, 728, 960, 741]
- ad-text: ▬▬▬ ▬▬ ▬▬▬▬ ▬ ▬▬▬▬▬ ▬▬▬ ▬▬ ▬▬▬▬ ▬ ▬▬▬▬▬ ▬▬▬ ▬▬ ▬▬▬▬ ▬ ▬▬▬▬▬ ▬▬▬ ▬▬ ▬▬▬▬ ▬ ▬▬▬▬▬ ▬▬▬ ▬▬ ▬▬▬▬ ▬ ▬▬▬▬▬ ▬▬▬ ▬▬ ▬▬▬▬ ▬ ▬▬▬▬▬ ▬▬▬ ▬▬ ▬▬▬▬ ▬ ▬▬▬▬▬ ▬▬▬ ▬▬ ▬▬▬▬ ▬ ▬▬▬▬▬ ▬▬▬ ▬▬ ▬▬▬▬ ▬ ▬▬▬▬▬ ▬▬▬ ▬▬ ▬▬▬▬ ▬ ▬▬▬▬▬ ▬▬▬ ▬▬ ▬▬▬▬ ▬ ▬▬▬▬▬ ▬▬▬ ▬▬ ▬▬▬▬ ▬ ▬▬▬▬▬ ▬▬▬ ▬▬ ▬▬▬▬ ▬ ▬▬▬▬▬ ▬▬▬ ▬▬ ▬▬▬▬ ▬ ▬▬▬▬▬ ▬▬▬ ▬▬ ▬▬▬▬ ▬ ▬▬▬▬▬: [680, 1100, 806, 1160]
- section-heading: FIRES.: [199, 1636, 223, 1645]
- divider: [151, 1632, 271, 1633]
- subhead: VICTORIA COLLEGE.: [448, 1296, 502, 1303]
- article-text: ▬▬▬ ▬▬ ▬▬▬▬ ▬ ▬▬▬▬▬ ▬▬▬ ▬▬ ▬▬▬▬ ▬ ▬▬▬▬▬ ▬▬▬ ▬▬ ▬▬▬▬ ▬ ▬▬▬▬▬ ▬▬▬ ▬▬ ▬▬▬▬ ▬ ▬▬▬▬▬ ▬▬▬ ▬▬ ▬▬▬▬ ▬ ▬▬▬▬▬ ▬▬▬ ▬▬ ▬▬▬▬ ▬ ▬▬▬▬▬ ▬▬▬ ▬▬ ▬▬▬▬ ▬ ▬▬▬▬▬ ▬▬▬ ▬▬ ▬▬▬▬ ▬ ▬▬▬▬▬ ▬▬▬ ▬▬ ▬▬▬▬ ▬ ▬▬▬▬▬ ▬▬▬ ▬▬ ▬▬▬▬ ▬ ▬▬▬▬▬ ▬▬▬ ▬▬ ▬▬▬▬ ▬ ▬▬▬▬▬ ▬▬▬ ▬▬ ▬▬▬▬ ▬ ▬▬▬▬▬ ▬▬▬ ▬▬ ▬▬▬▬ ▬ ▬▬▬▬▬ ▬▬▬ ▬▬ ▬▬▬▬ ▬ ▬▬▬▬▬ ▬▬▬ ▬▬ ▬▬▬▬ ▬ ▬▬▬▬▬ ▬▬▬ ▬▬ ▬▬▬▬ ▬ ▬▬▬▬▬ ▬▬▬ ▬▬ ▬▬▬▬ ▬ ▬▬▬▬▬ ▬▬▬ ▬▬ ▬▬▬▬ ▬ ▬▬▬▬▬ ▬▬▬ ▬▬ ▬▬▬▬ ▬ ▬▬▬▬▬ ▬▬▬ ▬▬ ▬▬▬▬ ▬ ▬▬▬▬▬ ▬▬▬ ▬▬ ▬▬▬▬ ▬ ▬▬▬▬▬ ▬▬▬ ▬▬ ▬▬▬▬ ▬ ▬▬▬▬▬ ▬▬▬ ▬▬ ▬▬▬▬ ▬ ▬▬▬▬▬ ▬▬▬ ▬▬ ▬▬▬▬ ▬ ▬▬▬▬▬ ▬▬▬ ▬▬ ▬▬▬▬ ▬ ▬▬▬▬▬ ▬▬▬ ▬▬ ▬▬▬▬ ▬ ▬▬▬▬▬ ▬▬▬ ▬▬ ▬▬▬▬ ▬ ▬▬▬▬▬ ▬▬▬ ▬▬ ▬▬▬▬ ▬ ▬▬▬▬▬ ▬▬▬ ▬▬ ▬▬▬▬ ▬ ▬▬▬▬▬ ▬▬▬ ▬▬ ▬▬▬▬ ▬ ▬▬▬▬▬ ▬▬▬ ▬▬ ▬▬▬▬ ▬ ▬▬▬▬▬ ▬▬▬ ▬▬ ▬▬▬▬ ▬ ▬▬▬▬▬ ▬▬▬ ▬▬ ▬▬▬▬ ▬ ▬▬▬▬▬ ▬▬▬ ▬▬ ▬▬▬▬ ▬ ▬▬▬▬▬ ▬▬▬ ▬▬ ▬▬▬▬ ▬ ▬▬▬▬▬ ▬▬▬ ▬▬ ▬▬▬▬ ▬ ▬▬▬▬▬ ▬▬▬ ▬▬ ▬▬▬▬ ▬ ▬▬▬▬▬ ▬▬▬ ▬▬ ▬▬▬▬ ▬ ▬▬▬▬▬ ▬▬▬ ▬▬ ▬▬▬▬ ▬ ▬▬▬▬▬ ▬▬▬ ▬▬ ▬▬▬▬ ▬ ▬▬▬▬▬ ▬▬▬ ▬▬ ▬▬▬▬ ▬ ▬▬▬▬▬ ▬▬▬ ▬▬ ▬▬▬▬ ▬ ▬▬▬▬▬ ▬▬▬ ▬▬ ▬▬▬▬ ▬ ▬▬▬▬▬ ▬▬▬ ▬▬ ▬▬▬▬ ▬ ▬▬▬▬▬ ▬▬▬ ▬▬ ▬▬▬▬ ▬ ▬▬▬▬▬: [4, 1032, 144, 1210]
- divider: [415, 427, 535, 428]
- ad-title: LITTLE FOLK: [890, 525, 972, 578]
- article-text: ▬▬▬ ▬▬ ▬▬▬▬ ▬ ▬▬▬▬▬ ▬▬▬ ▬▬ ▬▬▬▬ ▬ ▬▬▬▬▬ ▬▬▬ ▬▬ ▬▬▬▬ ▬ ▬▬▬▬▬ ▬▬▬ ▬▬ ▬▬▬▬ ▬ ▬▬▬▬▬ ▬▬▬ ▬▬ ▬▬▬▬ ▬ ▬▬▬▬▬ ▬▬▬ ▬▬ ▬▬▬▬ ▬ ▬▬▬▬▬ ▬▬▬ ▬▬ ▬▬▬▬ ▬ ▬▬▬▬▬ ▬▬▬ ▬▬ ▬▬▬▬ ▬ ▬▬▬▬▬ ▬▬▬ ▬▬ ▬▬▬▬ ▬ ▬▬▬▬▬ ▬▬▬ ▬▬ ▬▬▬▬ ▬ ▬▬▬▬▬ ▬▬▬ ▬▬ ▬▬▬▬ ▬ ▬▬▬▬▬ ▬▬▬ ▬▬ ▬▬▬▬ ▬ ▬▬▬▬▬ ▬▬▬ ▬▬ ▬▬▬▬ ▬ ▬▬▬▬▬ ▬▬▬ ▬▬ ▬▬▬▬ ▬ ▬▬▬▬▬ ▬▬▬ ▬▬ ▬▬▬▬ ▬ ▬▬▬▬▬: [277, 338, 409, 398]
- column-7: [812, 30, 1011, 1782]
- ad-text: ▬▬▬ ▬▬ ▬▬▬▬ ▬ ▬▬▬▬▬ ▬▬▬ ▬▬ ▬▬▬▬ ▬ ▬▬▬▬▬ ▬▬▬ ▬▬ ▬▬▬▬ ▬ ▬▬▬▬▬ ▬▬▬ ▬▬ ▬▬▬▬ ▬ ▬▬▬▬▬ ▬▬▬ ▬▬ ▬▬▬▬ ▬ ▬▬▬▬▬ ▬▬▬ ▬▬ ▬▬▬▬ ▬ ▬▬▬▬▬ ▬▬▬ ▬▬ ▬▬▬▬ ▬ ▬▬▬▬▬ ▬▬▬ ▬▬ ▬▬▬▬ ▬ ▬▬▬▬▬ ▬▬▬ ▬▬ ▬▬▬▬ ▬ ▬▬▬▬▬ ▬▬▬ ▬▬ ▬▬▬▬ ▬ ▬▬▬▬▬ ▬▬▬ ▬▬ ▬▬▬▬ ▬ ▬▬▬▬▬ ▬▬▬ ▬▬ ▬▬▬▬ ▬ ▬▬▬▬▬ ▬▬▬ ▬▬ ▬▬▬▬ ▬ ▬▬▬▬▬ ▬▬▬ ▬▬ ▬▬▬▬ ▬ ▬▬▬▬▬ ▬▬▬ ▬▬ ▬▬▬▬ ▬ ▬▬▬▬▬: [673, 775, 813, 835]
- seeds-ad: [676, 954, 810, 1237]
- ad-text: ▬▬▬ ▬▬ ▬▬▬▬ ▬ ▬▬▬▬▬ ▬▬▬ ▬▬ ▬▬▬▬ ▬ ▬▬▬▬▬ ▬▬▬ ▬▬ ▬▬▬▬ ▬ ▬▬▬▬▬ ▬▬▬ ▬▬ ▬▬▬▬ ▬ ▬▬▬▬▬ ▬▬▬ ▬▬ ▬▬▬▬ ▬ ▬▬▬▬▬ ▬▬▬ ▬▬ ▬▬▬▬ ▬ ▬▬▬▬▬ ▬▬▬ ▬▬ ▬▬▬▬ ▬ ▬▬▬▬▬ ▬▬▬ ▬▬ ▬▬▬▬ ▬ ▬▬▬▬▬ ▬▬▬ ▬▬ ▬▬▬▬ ▬ ▬▬▬▬▬ ▬▬▬ ▬▬ ▬▬▬▬ ▬ ▬▬▬▬▬ ▬▬▬ ▬▬ ▬▬▬▬ ▬ ▬▬▬▬▬ ▬▬▬ ▬▬ ▬▬▬▬ ▬ ▬▬▬▬▬ ▬▬▬ ▬▬ ▬▬▬▬ ▬ ▬▬▬▬▬ ▬▬▬ ▬▬ ▬▬▬▬ ▬ ▬▬▬▬▬ ▬▬▬ ▬▬ ▬▬▬▬ ▬ ▬▬▬▬▬ ▬▬▬ ▬▬ ▬▬▬▬ ▬ ▬▬▬▬▬ ▬▬▬ ▬▬ ▬▬▬▬ ▬ ▬▬▬▬▬ ▬▬▬ ▬▬ ▬▬▬▬ ▬ ▬▬▬▬▬ ▬▬▬ ▬▬ ▬▬▬▬ ▬ ▬▬▬▬▬ ▬▬▬ ▬▬ ▬▬▬▬ ▬ ▬▬▬▬▬ ▬▬▬ ▬▬ ▬▬▬▬ ▬ ▬▬▬▬▬ ▬▬▬ ▬▬ ▬▬▬▬ ▬ ▬▬▬▬▬ ▬▬▬ ▬▬ ▬▬▬▬ ▬ ▬▬▬▬▬ ▬▬▬ ▬▬ ▬▬▬▬ ▬ ▬▬▬▬▬ ▬▬▬ ▬▬ ▬▬▬▬ ▬ ▬▬▬▬▬ ▬▬▬ ▬▬ ▬▬▬▬ ▬ ▬▬▬▬▬ ▬▬▬ ▬▬ ▬▬▬▬ ▬ ▬▬▬▬▬ ▬▬▬ ▬▬ ▬▬▬▬ ▬ ▬▬▬▬▬ ▬▬▬ ▬▬ ▬▬▬▬ ▬ ▬▬▬▬▬ ▬▬▬ ▬▬ ▬▬▬▬ ▬ ▬▬▬▬▬ ▬▬▬ ▬▬ ▬▬▬▬ ▬ ▬▬▬▬▬ ▬▬▬ ▬▬ ▬▬▬▬ ▬ ▬▬▬▬▬ ▬▬▬ ▬▬ ▬▬▬▬ ▬ ▬▬▬▬▬ ▬▬▬ ▬▬ ▬▬▬▬ ▬ ▬▬▬▬▬ ▬▬▬ ▬▬ ▬▬▬▬ ▬ ▬▬▬▬▬: [541, 643, 673, 782]
- brinsmead-pianos-ad: Brinsmead Pianos: [833, 891, 969, 957]
- subhead: ANOTHER VICTORY.: [317, 1008, 369, 1015]
- ad-title: C. CARTER,: [700, 1207, 786, 1224]
- ad-text: Spencer's from 35gs upwards: [863, 992, 939, 999]
- ad-heading: THEATRE ROYAL.: [576, 325, 638, 334]
- section-heading: SIR JOSEPH WARD'S ACKNOWLEDGMENT.: [11, 1022, 137, 1029]
- ad-subtitle: GOOD FOR PIGGY: [1000, 1016, 1100, 1029]
- article-text: ▬▬▬ ▬▬ ▬▬▬▬ ▬ ▬▬▬▬▬ ▬▬▬ ▬▬ ▬▬▬▬ ▬ ▬▬▬▬▬ ▬▬▬ ▬▬ ▬▬▬▬ ▬ ▬▬▬▬▬ ▬▬▬ ▬▬ ▬▬▬▬ ▬ ▬▬▬▬▬ ▬▬▬ ▬▬ ▬▬▬▬ ▬ ▬▬▬▬▬ ▬▬▬ ▬▬ ▬▬▬▬ ▬ ▬▬▬▬▬ ▬▬▬ ▬▬ ▬▬▬▬ ▬ ▬▬▬▬▬ ▬▬▬ ▬▬ ▬▬▬▬ ▬ ▬▬▬▬▬ ▬▬▬ ▬▬ ▬▬▬▬ ▬ ▬▬▬▬▬ ▬▬▬ ▬▬ ▬▬▬▬ ▬ ▬▬▬▬▬ ▬▬▬ ▬▬ ▬▬▬▬ ▬ ▬▬▬▬▬ ▬▬▬ ▬▬ ▬▬▬▬ ▬ ▬▬▬▬▬ ▬▬▬ ▬▬ ▬▬▬▬ ▬ ▬▬▬▬▬ ▬▬▬ ▬▬ ▬▬▬▬ ▬ ▬▬▬▬▬ ▬▬▬ ▬▬ ▬▬▬▬ ▬ ▬▬▬▬▬ ▬▬▬ ▬▬ ▬▬▬▬ ▬ ▬▬▬▬▬ ▬▬▬ ▬▬ ▬▬▬▬ ▬ ▬▬▬▬▬ ▬▬▬ ▬▬ ▬▬▬▬ ▬ ▬▬▬▬▬ ▬▬▬ ▬▬ ▬▬▬▬ ▬ ▬▬▬▬▬ ▬▬▬ ▬▬ ▬▬▬▬ ▬ ▬▬▬▬▬ ▬▬▬ ▬▬ ▬▬▬▬ ▬ ▬▬▬▬▬ ▬▬▬ ▬▬ ▬▬▬▬ ▬ ▬▬▬▬▬ ▬▬▬ ▬▬ ▬▬▬▬ ▬ ▬▬▬▬▬ ▬▬▬ ▬▬ ▬▬▬▬ ▬ ▬▬▬▬▬ ▬▬▬ ▬▬ ▬▬▬▬ ▬ ▬▬▬▬▬ ▬▬▬ ▬▬ ▬▬▬▬ ▬ ▬▬▬▬▬ ▬▬▬ ▬▬ ▬▬▬▬ ▬ ▬▬▬▬▬ ▬▬▬ ▬▬ ▬▬▬▬ ▬ ▬▬▬▬▬ ▬▬▬ ▬▬ ▬▬▬▬ ▬ ▬▬▬▬▬ ▬▬▬ ▬▬ ▬▬▬▬ ▬ ▬▬▬▬▬ ▬▬▬ ▬▬ ▬▬▬▬ ▬ ▬▬▬▬▬ ▬▬▬ ▬▬ ▬▬▬▬ ▬ ▬▬▬▬▬ ▬▬▬ ▬▬ ▬▬▬▬ ▬ ▬▬▬▬▬ ▬▬▬ ▬▬ ▬▬▬▬ ▬ ▬▬▬▬▬ ▬▬▬ ▬▬ ▬▬▬▬ ▬ ▬▬▬▬▬ ▬▬▬ ▬▬ ▬▬▬▬ ▬ ▬▬▬▬▬ ▬▬▬ ▬▬ ▬▬▬▬ ▬ ▬▬▬▬▬ ▬▬▬ ▬▬ ▬▬▬▬ ▬ ▬▬▬▬▬ ▬▬▬ ▬▬ ▬▬▬▬ ▬ ▬▬▬▬▬ ▬▬▬ ▬▬ ▬▬▬▬ ▬ ▬▬▬▬▬: [409, 773, 541, 931]
- subhead: NEW SOUTH WALES v. QUEENSLAND.: [295, 330, 391, 337]
- vickers-stevens-ad: VICKERS AND STEVENS: [678, 673, 808, 686]
- article-text: ▬▬▬ ▬▬ ▬▬▬▬ ▬ ▬▬▬▬▬ ▬▬▬ ▬▬ ▬▬▬▬ ▬ ▬▬▬▬▬ ▬▬▬ ▬▬ ▬▬▬▬ ▬ ▬▬▬▬▬ ▬▬▬ ▬▬ ▬▬▬▬ ▬ ▬▬▬▬▬ ▬▬▬ ▬▬ ▬▬▬▬ ▬ ▬▬▬▬▬ ▬▬▬ ▬▬ ▬▬▬▬ ▬ ▬▬▬▬▬ ▬▬▬ ▬▬ ▬▬▬▬ ▬ ▬▬▬▬▬ ▬▬▬ ▬▬ ▬▬▬▬ ▬ ▬▬▬▬▬ ▬▬▬ ▬▬ ▬▬▬▬ ▬ ▬▬▬▬▬ ▬▬▬ ▬▬ ▬▬▬▬ ▬ ▬▬▬▬▬ ▬▬▬ ▬▬ ▬▬▬▬ ▬ ▬▬▬▬▬ ▬▬▬ ▬▬ ▬▬▬▬ ▬ ▬▬▬▬▬ ▬▬▬ ▬▬ ▬▬▬▬ ▬ ▬▬▬▬▬ ▬▬▬ ▬▬ ▬▬▬▬ ▬ ▬▬▬▬▬ ▬▬▬ ▬▬ ▬▬▬▬ ▬ ▬▬▬▬▬ ▬▬▬ ▬▬ ▬▬▬▬ ▬ ▬▬▬▬▬ ▬▬▬ ▬▬ ▬▬▬▬ ▬ ▬▬▬▬▬ ▬▬▬ ▬▬ ▬▬▬▬ ▬ ▬▬▬▬▬ ▬▬▬ ▬▬ ▬▬▬▬ ▬ ▬▬▬▬▬ ▬▬▬ ▬▬ ▬▬▬▬ ▬ ▬▬▬▬▬ ▬▬▬ ▬▬ ▬▬▬▬ ▬ ▬▬▬▬▬ ▬▬▬ ▬▬ ▬▬▬▬ ▬ ▬▬▬▬▬ ▬▬▬ ▬▬ ▬▬▬▬ ▬ ▬▬▬▬▬ ▬▬▬ ▬▬ ▬▬▬▬ ▬ ▬▬▬▬▬ ▬▬▬ ▬▬ ▬▬▬▬ ▬ ▬▬▬▬▬ ▬▬▬ ▬▬ ▬▬▬▬ ▬ ▬▬▬▬▬ ▬▬▬ ▬▬ ▬▬▬▬ ▬ ▬▬▬▬▬ ▬▬▬ ▬▬ ▬▬▬▬ ▬ ▬▬▬▬▬ ▬▬▬ ▬▬ ▬▬▬▬ ▬ ▬▬▬▬▬ ▬▬▬ ▬▬ ▬▬▬▬ ▬ ▬▬▬▬▬ ▬▬▬ ▬▬ ▬▬▬▬ ▬ ▬▬▬▬▬ ▬▬▬ ▬▬ ▬▬▬▬ ▬ ▬▬▬▬▬ ▬▬▬ ▬▬ ▬▬▬▬ ▬ ▬▬▬▬▬ ▬▬▬ ▬▬ ▬▬▬▬ ▬ ▬▬▬▬▬ ▬▬▬ ▬▬ ▬▬▬▬ ▬ ▬▬▬▬▬: [409, 1425, 541, 1564]
- lkg-milking-machine-ad: [412, 1366, 538, 1422]
- ad-heading: COUNTY OF TARANAKI.: [571, 537, 643, 544]
- classified-ad: EXCHANGE for Taranaki Dairy Farm.: [995, 467, 1081, 474]
- ad-title: DRENCH: [1014, 998, 1086, 1017]
- ad-heading: 200 MIXED CATTLE, including—: [698, 324, 788, 331]
- article-text: ▬▬▬ ▬▬ ▬▬▬▬ ▬ ▬▬▬▬▬ ▬▬▬ ▬▬ ▬▬▬▬ ▬ ▬▬▬▬▬ ▬▬▬ ▬▬ ▬▬▬▬ ▬ ▬▬▬▬▬ ▬▬▬ ▬▬ ▬▬▬▬ ▬ ▬▬▬▬▬ ▬▬▬ ▬▬ ▬▬▬▬ ▬ ▬▬▬▬▬ ▬▬▬ ▬▬ ▬▬▬▬ ▬ ▬▬▬▬▬ ▬▬▬ ▬▬ ▬▬▬▬ ▬ ▬▬▬▬▬ ▬▬▬ ▬▬ ▬▬▬▬ ▬ ▬▬▬▬▬ ▬▬▬ ▬▬ ▬▬▬▬ ▬ ▬▬▬▬▬ ▬▬▬ ▬▬ ▬▬▬▬ ▬ ▬▬▬▬▬ ▬▬▬ ▬▬ ▬▬▬▬ ▬ ▬▬▬▬▬ ▬▬▬ ▬▬ ▬▬▬▬ ▬ ▬▬▬▬▬ ▬▬▬ ▬▬ ▬▬▬▬ ▬ ▬▬▬▬▬ ▬▬▬ ▬▬ ▬▬▬▬ ▬ ▬▬▬▬▬ ▬▬▬ ▬▬ ▬▬▬▬ ▬ ▬▬▬▬▬ ▬▬▬ ▬▬ ▬▬▬▬ ▬ ▬▬▬▬▬ ▬▬▬ ▬▬ ▬▬▬▬ ▬ ▬▬▬▬▬ ▬▬▬ ▬▬ ▬▬▬▬ ▬ ▬▬▬▬▬ ▬▬▬ ▬▬ ▬▬▬▬ ▬ ▬▬▬▬▬ ▬▬▬ ▬▬ ▬▬▬▬ ▬ ▬▬▬▬▬ ▬▬▬ ▬▬ ▬▬▬▬ ▬ ▬▬▬▬▬ ▬▬▬ ▬▬ ▬▬▬▬ ▬ ▬▬▬▬▬ ▬▬▬ ▬▬ ▬▬▬▬ ▬ ▬▬▬▬▬ ▬▬▬ ▬▬ ▬▬▬▬ ▬ ▬▬▬▬▬ ▬▬▬ ▬▬ ▬▬▬▬ ▬ ▬▬▬▬▬ ▬▬▬ ▬▬ ▬▬▬▬ ▬ ▬▬▬▬▬ ▬▬▬ ▬▬ ▬▬▬▬ ▬ ▬▬▬▬▬ ▬▬▬ ▬▬ ▬▬▬▬ ▬ ▬▬▬▬▬ ▬▬▬ ▬▬ ▬▬▬▬ ▬ ▬▬▬▬▬ ▬▬▬ ▬▬ ▬▬▬▬ ▬ ▬▬▬▬▬ ▬▬▬ ▬▬ ▬▬▬▬ ▬ ▬▬▬▬▬ ▬▬▬ ▬▬ ▬▬▬▬ ▬ ▬▬▬▬▬ ▬▬▬ ▬▬ ▬▬▬▬ ▬ ▬▬▬▬▬ ▬▬▬ ▬▬ ▬▬▬▬ ▬ ▬▬▬▬▬ ▬▬▬ ▬▬ ▬▬▬▬ ▬ ▬▬▬▬▬: [277, 553, 409, 692]
- ad-title: SEEDS THAT GROW: [696, 959, 790, 994]
- subhead: NEW ZEALAND'S DREADNOUGHT GIFT.: [24, 52, 124, 58]
- article-text: ▬▬▬ ▬▬ ▬▬▬▬ ▬ ▬▬▬▬▬ ▬▬▬ ▬▬ ▬▬▬▬ ▬ ▬▬▬▬▬ ▬▬▬ ▬▬ ▬▬▬▬ ▬ ▬▬▬▬▬ ▬▬▬ ▬▬ ▬▬▬▬ ▬ ▬▬▬▬▬ ▬▬▬ ▬▬ ▬▬▬▬ ▬ ▬▬▬▬▬ ▬▬▬ ▬▬ ▬▬▬▬ ▬ ▬▬▬▬▬ ▬▬▬ ▬▬ ▬▬▬▬ ▬ ▬▬▬▬▬ ▬▬▬ ▬▬ ▬▬▬▬ ▬ ▬▬▬▬▬ ▬▬▬ ▬▬ ▬▬▬▬ ▬ ▬▬▬▬▬ ▬▬▬ ▬▬ ▬▬▬▬ ▬ ▬▬▬▬▬ ▬▬▬ ▬▬ ▬▬▬▬ ▬ ▬▬▬▬▬ ▬▬▬ ▬▬ ▬▬▬▬ ▬ ▬▬▬▬▬ ▬▬▬ ▬▬ ▬▬▬▬ ▬ ▬▬▬▬▬ ▬▬▬ ▬▬ ▬▬▬▬ ▬ ▬▬▬▬▬ ▬▬▬ ▬▬ ▬▬▬▬ ▬ ▬▬▬▬▬ ▬▬▬ ▬▬ ▬▬▬▬ ▬ ▬▬▬▬▬ ▬▬▬ ▬▬ ▬▬▬▬ ▬ ▬▬▬▬▬ ▬▬▬ ▬▬ ▬▬▬▬ ▬ ▬▬▬▬▬ ▬▬▬ ▬▬ ▬▬▬▬ ▬ ▬▬▬▬▬ ▬▬▬ ▬▬ ▬▬▬▬ ▬ ▬▬▬▬▬ ▬▬▬ ▬▬ ▬▬▬▬ ▬ ▬▬▬▬▬ ▬▬▬ ▬▬ ▬▬▬▬ ▬ ▬▬▬▬▬ ▬▬▬ ▬▬ ▬▬▬▬ ▬ ▬▬▬▬▬ ▬▬▬ ▬▬ ▬▬▬▬ ▬ ▬▬▬▬▬ ▬▬▬ ▬▬ ▬▬▬▬ ▬ ▬▬▬▬▬ ▬▬▬ ▬▬ ▬▬▬▬ ▬ ▬▬▬▬▬ ▬▬▬ ▬▬ ▬▬▬▬ ▬ ▬▬▬▬▬ ▬▬▬ ▬▬ ▬▬▬▬ ▬ ▬▬▬▬▬ ▬▬▬ ▬▬ ▬▬▬▬ ▬ ▬▬▬▬▬ ▬▬▬ ▬▬ ▬▬▬▬ ▬ ▬▬▬▬▬ ▬▬▬ ▬▬ ▬▬▬▬ ▬ ▬▬▬▬▬ ▬▬▬ ▬▬ ▬▬▬▬ ▬ ▬▬▬▬▬ ▬▬▬ ▬▬ ▬▬▬▬ ▬ ▬▬▬▬▬ ▬▬▬ ▬▬ ▬▬▬▬ ▬ ▬▬▬▬▬ ▬▬▬ ▬▬ ▬▬▬▬ ▬ ▬▬▬▬▬ ▬▬▬ ▬▬ ▬▬▬▬ ▬ ▬▬▬▬▬ ▬▬▬ ▬▬ ▬▬▬▬ ▬ ▬▬▬▬▬ ▬▬▬ ▬▬ ▬▬▬▬ ▬ ▬▬▬▬▬ ▬▬▬ ▬▬ ▬▬▬▬ ▬ ▬▬▬▬▬ ▬▬▬ ▬▬ ▬▬▬▬ ▬ ▬▬▬▬▬ ▬▬▬ ▬▬ ▬▬▬▬ ▬ ▬▬▬▬▬ ▬▬▬ ▬▬ ▬▬▬▬ ▬ ▬▬▬▬▬ ▬▬▬ ▬▬ ▬▬▬▬ ▬ ▬▬▬▬▬ ▬▬▬ ▬▬ ▬▬▬▬ ▬ ▬▬▬▬▬ ▬▬▬ ▬▬ ▬▬▬▬ ▬ ▬▬▬▬▬ ▬▬▬ ▬▬ ▬▬▬▬ ▬ ▬▬▬▬▬ ▬▬▬ ▬▬ ▬▬▬▬ ▬ ▬▬▬▬▬ ▬▬▬ ▬▬ ▬▬▬▬ ▬ ▬▬▬▬▬ ▬▬▬ ▬▬ ▬▬▬▬ ▬ ▬▬▬▬▬ ▬▬▬ ▬▬ ▬▬▬▬ ▬ ▬▬▬▬▬: [277, 1249, 409, 1447]
- classified-ad: WANTED, a good Girl; also Boy.: [995, 435, 1068, 442]
- ad-illustration: [996, 37, 1104, 257]
- subhead: RUGBY.: [333, 50, 353, 56]
- divider: [151, 1829, 271, 1830]
- divider: [547, 981, 667, 982]
- ad-text: WE SHALL BE JOBBING OUR STOCKS OF: [834, 200, 968, 208]
- divider: [151, 1194, 271, 1195]
- subhead: NEXT SALE—AUGUST 3.: [712, 869, 774, 876]
- divider: [547, 785, 667, 786]
- newton-king-ad: NEWTON KING: [701, 402, 784, 415]
- ad-text: ▬▬▬ ▬▬ ▬▬▬▬ ▬ ▬▬▬▬▬ ▬▬▬ ▬▬ ▬▬▬▬ ▬ ▬▬▬▬▬ ▬▬▬ ▬▬ ▬▬▬▬ ▬ ▬▬▬▬▬ ▬▬▬ ▬▬ ▬▬▬▬ ▬ ▬▬▬▬▬ ▬▬▬ ▬▬ ▬▬▬▬ ▬ ▬▬▬▬▬ ▬▬▬ ▬▬ ▬▬▬▬ ▬ ▬▬▬▬▬ ▬▬▬ ▬▬ ▬▬▬▬ ▬ ▬▬▬▬▬ ▬▬▬ ▬▬ ▬▬▬▬ ▬ ▬▬▬▬▬ ▬▬▬ ▬▬ ▬▬▬▬ ▬ ▬▬▬▬▬ ▬▬▬ ▬▬ ▬▬▬▬ ▬ ▬▬▬▬▬: [673, 700, 813, 740]
- subhead: TWO NIGHTS ONLY.: [582, 336, 632, 343]
- skeates-bros-ad: SKEATES BROS.: [432, 1563, 518, 1576]
- article-text: ▬▬▬ ▬▬ ▬▬▬▬ ▬ ▬▬▬▬▬ ▬▬▬ ▬▬ ▬▬▬▬ ▬ ▬▬▬▬▬ ▬▬▬ ▬▬ ▬▬▬▬ ▬ ▬▬▬▬▬ ▬▬▬ ▬▬ ▬▬▬▬ ▬ ▬▬▬▬▬ ▬▬▬ ▬▬ ▬▬▬▬ ▬ ▬▬▬▬▬ ▬▬▬ ▬▬ ▬▬▬▬ ▬ ▬▬▬▬▬ ▬▬▬ ▬▬ ▬▬▬▬ ▬ ▬▬▬▬▬ ▬▬▬ ▬▬ ▬▬▬▬ ▬ ▬▬▬▬▬ ▬▬▬ ▬▬ ▬▬▬▬ ▬ ▬▬▬▬▬ ▬▬▬ ▬▬ ▬▬▬▬ ▬ ▬▬▬▬▬ ▬▬▬ ▬▬ ▬▬▬▬ ▬ ▬▬▬▬▬ ▬▬▬ ▬▬ ▬▬▬▬ ▬ ▬▬▬▬▬ ▬▬▬ ▬▬ ▬▬▬▬ ▬ ▬▬▬▬▬ ▬▬▬ ▬▬ ▬▬▬▬ ▬ ▬▬▬▬▬ ▬▬▬ ▬▬ ▬▬▬▬ ▬ ▬▬▬▬▬ ▬▬▬ ▬▬ ▬▬▬▬ ▬ ▬▬▬▬▬ ▬▬▬ ▬▬ ▬▬▬▬ ▬ ▬▬▬▬▬ ▬▬▬ ▬▬ ▬▬▬▬ ▬ ▬▬▬▬▬ ▬▬▬ ▬▬ ▬▬▬▬ ▬ ▬▬▬▬▬ ▬▬▬ ▬▬ ▬▬▬▬ ▬ ▬▬▬▬▬ ▬▬▬ ▬▬ ▬▬▬▬ ▬ ▬▬▬▬▬ ▬▬▬ ▬▬ ▬▬▬▬ ▬ ▬▬▬▬▬ ▬▬▬ ▬▬ ▬▬▬▬ ▬ ▬▬▬▬▬ ▬▬▬ ▬▬ ▬▬▬▬ ▬ ▬▬▬▬▬ ▬▬▬ ▬▬ ▬▬▬▬ ▬ ▬▬▬▬▬: [409, 52, 541, 151]
- ad-text: JUST COME AND SEE WHAT WE CAN OFFER YOU: [821, 264, 981, 272]
- subhead: MANAWATU CHAMPIONSHIP.: [306, 693, 380, 699]
- mcewen-bros-ad: McEWEN BROS.,: [841, 661, 961, 677]
- column-3: [276, 30, 409, 1786]
- ad-heading: W.M.E.Co. Manures: [716, 74, 770, 81]
- subhead: NEXT SALE—AUGUST 3.: [712, 768, 774, 775]
- divider: [10, 130, 138, 131]
- section-heading: COLONIES NOT UNDERSTOOD.: [28, 1960, 120, 1967]
- article-text: ▬▬▬ ▬▬ ▬▬▬▬ ▬ ▬▬▬▬▬ ▬▬▬ ▬▬ ▬▬▬▬ ▬ ▬▬▬▬▬ ▬▬▬ ▬▬ ▬▬▬▬ ▬ ▬▬▬▬▬ ▬▬▬ ▬▬ ▬▬▬▬ ▬ ▬▬▬▬▬ ▬▬▬ ▬▬ ▬▬▬▬ ▬ ▬▬▬▬▬ ▬▬▬ ▬▬ ▬▬▬▬ ▬ ▬▬▬▬▬ ▬▬▬ ▬▬ ▬▬▬▬ ▬ ▬▬▬▬▬ ▬▬▬ ▬▬ ▬▬▬▬ ▬ ▬▬▬▬▬ ▬▬▬ ▬▬ ▬▬▬▬ ▬ ▬▬▬▬▬ ▬▬▬ ▬▬ ▬▬▬▬ ▬ ▬▬▬▬▬ ▬▬▬ ▬▬ ▬▬▬▬ ▬ ▬▬▬▬▬ ▬▬▬ ▬▬ ▬▬▬▬ ▬ ▬▬▬▬▬ ▬▬▬ ▬▬ ▬▬▬▬ ▬ ▬▬▬▬▬ ▬▬▬ ▬▬ ▬▬▬▬ ▬ ▬▬▬▬▬ ▬▬▬ ▬▬ ▬▬▬▬ ▬ ▬▬▬▬▬ ▬▬▬ ▬▬ ▬▬▬▬ ▬ ▬▬▬▬▬ ▬▬▬ ▬▬ ▬▬▬▬ ▬ ▬▬▬▬▬ ▬▬▬ ▬▬ ▬▬▬▬ ▬ ▬▬▬▬▬ ▬▬▬ ▬▬ ▬▬▬▬ ▬ ▬▬▬▬▬ ▬▬▬ ▬▬ ▬▬▬▬ ▬ ▬▬▬▬▬ ▬▬▬ ▬▬ ▬▬▬▬ ▬ ▬▬▬▬▬ ▬▬▬ ▬▬ ▬▬▬▬ ▬ ▬▬▬▬▬ ▬▬▬ ▬▬ ▬▬▬▬ ▬ ▬▬▬▬▬ ▬▬▬ ▬▬ ▬▬▬▬ ▬ ▬▬▬▬▬ ▬▬▬ ▬▬ ▬▬▬▬ ▬ ▬▬▬▬▬ ▬▬▬ ▬▬ ▬▬▬▬ ▬ ▬▬▬▬▬ ▬▬▬ ▬▬ ▬▬▬▬ ▬ ▬▬▬▬▬ ▬▬▬ ▬▬ ▬▬▬▬ ▬ ▬▬▬▬▬ ▬▬▬ ▬▬ ▬▬▬▬ ▬ ▬▬▬▬▬ ▬▬▬ ▬▬ ▬▬▬▬ ▬ ▬▬▬▬▬ ▬▬▬ ▬▬ ▬▬▬▬ ▬ ▬▬▬▬▬ ▬▬▬ ▬▬ ▬▬▬▬ ▬ ▬▬▬▬▬ ▬▬▬ ▬▬ ▬▬▬▬ ▬ ▬▬▬▬▬ ▬▬▬ ▬▬ ▬▬▬▬ ▬ ▬▬▬▬▬ ▬▬▬ ▬▬ ▬▬▬▬ ▬ ▬▬▬▬▬ ▬▬▬ ▬▬ ▬▬▬▬ ▬ ▬▬▬▬▬ ▬▬▬ ▬▬ ▬▬▬▬ ▬ ▬▬▬▬▬ ▬▬▬ ▬▬ ▬▬▬▬ ▬ ▬▬▬▬▬ ▬▬▬ ▬▬ ▬▬▬▬ ▬ ▬▬▬▬▬ ▬▬▬ ▬▬ ▬▬▬▬ ▬ ▬▬▬▬▬: [145, 709, 277, 868]
- ad-heading: "THE MAGISTRATE": [571, 34, 643, 42]
- ad-text: One Address Only :: [873, 352, 929, 360]
- ad-text: ▬▬▬ ▬▬ ▬▬▬▬ ▬ ▬▬▬▬▬ ▬▬▬ ▬▬ ▬▬▬▬ ▬ ▬▬▬▬▬ ▬▬▬ ▬▬ ▬▬▬▬ ▬ ▬▬▬▬▬ ▬▬▬ ▬▬ ▬▬▬▬ ▬ ▬▬▬▬▬ ▬▬▬ ▬▬ ▬▬▬▬ ▬ ▬▬▬▬▬ ▬▬▬ ▬▬ ▬▬▬▬ ▬ ▬▬▬▬▬ ▬▬▬ ▬▬ ▬▬▬▬ ▬ ▬▬▬▬▬ ▬▬▬ ▬▬ ▬▬▬▬ ▬ ▬▬▬▬▬ ▬▬▬ ▬▬ ▬▬▬▬ ▬ ▬▬▬▬▬ ▬▬▬ ▬▬ ▬▬▬▬ ▬ ▬▬▬▬▬: [680, 1047, 806, 1087]
- article-text: ▬▬▬ ▬▬ ▬▬▬▬ ▬ ▬▬▬▬▬ ▬▬▬ ▬▬ ▬▬▬▬ ▬ ▬▬▬▬▬ ▬▬▬ ▬▬ ▬▬▬▬ ▬ ▬▬▬▬▬ ▬▬▬ ▬▬ ▬▬▬▬ ▬ ▬▬▬▬▬ ▬▬▬ ▬▬ ▬▬▬▬ ▬ ▬▬▬▬▬ ▬▬▬ ▬▬ ▬▬▬▬ ▬ ▬▬▬▬▬ ▬▬▬ ▬▬ ▬▬▬▬ ▬ ▬▬▬▬▬ ▬▬▬ ▬▬ ▬▬▬▬ ▬ ▬▬▬▬▬ ▬▬▬ ▬▬ ▬▬▬▬ ▬ ▬▬▬▬▬ ▬▬▬ ▬▬ ▬▬▬▬ ▬ ▬▬▬▬▬ ▬▬▬ ▬▬ ▬▬▬▬ ▬ ▬▬▬▬▬ ▬▬▬ ▬▬ ▬▬▬▬ ▬ ▬▬▬▬▬ ▬▬▬ ▬▬ ▬▬▬▬ ▬ ▬▬▬▬▬ ▬▬▬ ▬▬ ▬▬▬▬ ▬ ▬▬▬▬▬ ▬▬▬ ▬▬ ▬▬▬▬ ▬ ▬▬▬▬▬ ▬▬▬ ▬▬ ▬▬▬▬ ▬ ▬▬▬▬▬ ▬▬▬ ▬▬ ▬▬▬▬ ▬ ▬▬▬▬▬ ▬▬▬ ▬▬ ▬▬▬▬ ▬ ▬▬▬▬▬ ▬▬▬ ▬▬ ▬▬▬▬ ▬ ▬▬▬▬▬ ▬▬▬ ▬▬ ▬▬▬▬ ▬ ▬▬▬▬▬ ▬▬▬ ▬▬ ▬▬▬▬ ▬ ▬▬▬▬▬ ▬▬▬ ▬▬ ▬▬▬▬ ▬ ▬▬▬▬▬ ▬▬▬ ▬▬ ▬▬▬▬ ▬ ▬▬▬▬▬ ▬▬▬ ▬▬ ▬▬▬▬ ▬ ▬▬▬▬▬ ▬▬▬ ▬▬ ▬▬▬▬ ▬ ▬▬▬▬▬ ▬▬▬ ▬▬ ▬▬▬▬ ▬ ▬▬▬▬▬ ▬▬▬ ▬▬ ▬▬▬▬ ▬ ▬▬▬▬▬ ▬▬▬ ▬▬ ▬▬▬▬ ▬ ▬▬▬▬▬ ▬▬▬ ▬▬ ▬▬▬▬ ▬ ▬▬▬▬▬ ▬▬▬ ▬▬ ▬▬▬▬ ▬ ▬▬▬▬▬ ▬▬▬ ▬▬ ▬▬▬▬ ▬ ▬▬▬▬▬ ▬▬▬ ▬▬ ▬▬▬▬ ▬ ▬▬▬▬▬ ▬▬▬ ▬▬ ▬▬▬▬ ▬ ▬▬▬▬▬ ▬▬▬ ▬▬ ▬▬▬▬ ▬ ▬▬▬▬▬ ▬▬▬ ▬▬ ▬▬▬▬ ▬ ▬▬▬▬▬ ▬▬▬ ▬▬ ▬▬▬▬ ▬ ▬▬▬▬▬ ▬▬▬ ▬▬ ▬▬▬▬ ▬ ▬▬▬▬▬ ▬▬▬ ▬▬ ▬▬▬▬ ▬ ▬▬▬▬▬ ▬▬▬ ▬▬ ▬▬▬▬ ▬ ▬▬▬▬▬ ▬▬▬ ▬▬ ▬▬▬▬ ▬ ▬▬▬▬▬ ▬▬▬ ▬▬ ▬▬▬▬ ▬ ▬▬▬▬▬ ▬▬▬ ▬▬ ▬▬▬▬ ▬ ▬▬▬▬▬ ▬▬▬ ▬▬ ▬▬▬▬ ▬ ▬▬▬▬▬ ▬▬▬ ▬▬ ▬▬▬▬ ▬ ▬▬▬▬▬ ▬▬▬ ▬▬ ▬▬▬▬ ▬ ▬▬▬▬▬ ▬▬▬ ▬▬ ▬▬▬▬ ▬ ▬▬▬▬▬ ▬▬▬ ▬▬ ▬▬▬▬ ▬ ▬▬▬▬▬ ▬▬▬ ▬▬ ▬▬▬▬ ▬ ▬▬▬▬▬ ▬▬▬ ▬▬ ▬▬▬▬ ▬ ▬▬▬▬▬ ▬▬▬ ▬▬ ▬▬▬▬ ▬ ▬▬▬▬▬ ▬▬▬ ▬▬ ▬▬▬▬ ▬ ▬▬▬▬▬ ▬▬▬ ▬▬ ▬▬▬▬ ▬ ▬▬▬▬▬ ▬▬▬ ▬▬ ▬▬▬▬ ▬ ▬▬▬▬▬ ▬▬▬ ▬▬ ▬▬▬▬ ▬ ▬▬▬▬▬ ▬▬▬ ▬▬ ▬▬▬▬ ▬ ▬▬▬▬▬ ▬▬▬ ▬▬ ▬▬▬▬ ▬ ▬▬▬▬▬ ▬▬▬ ▬▬ ▬▬▬▬ ▬ ▬▬▬▬▬ ▬▬▬ ▬▬ ▬▬▬▬ ▬ ▬▬▬▬▬ ▬▬▬ ▬▬ ▬▬▬▬ ▬ ▬▬▬▬▬ ▬▬▬ ▬▬ ▬▬▬▬ ▬ ▬▬▬▬▬ ▬▬▬ ▬▬ ▬▬▬▬ ▬ ▬▬▬▬▬ ▬▬▬ ▬▬ ▬▬▬▬ ▬ ▬▬▬▬▬ ▬▬▬ ▬▬ ▬▬▬▬ ▬ ▬▬▬▬▬ ▬▬▬ ▬▬ ▬▬▬▬ ▬ ▬▬▬▬▬ ▬▬▬ ▬▬ ▬▬▬▬ ▬ ▬▬▬▬▬ ▬▬▬ ▬▬ ▬▬▬▬ ▬ ▬▬▬▬▬ ▬▬▬ ▬▬ ▬▬▬▬ ▬ ▬▬▬▬▬ ▬▬▬ ▬▬ ▬▬▬▬ ▬ ▬▬▬▬▬ ▬▬▬ ▬▬ ▬▬▬▬ ▬ ▬▬▬▬▬ ▬▬▬ ▬▬ ▬▬▬▬ ▬ ▬▬▬▬▬ ▬▬▬ ▬▬ ▬▬▬▬ ▬ ▬▬▬▬▬ ▬▬▬ ▬▬ ▬▬▬▬ ▬ ▬▬▬▬▬ ▬▬▬ ▬▬ ▬▬▬▬ ▬ ▬▬▬▬▬ ▬▬▬ ▬▬ ▬▬▬▬ ▬ ▬▬▬▬▬ ▬▬▬ ▬▬ ▬▬▬▬ ▬ ▬▬▬▬▬: [4, 721, 144, 1019]
- divider: [547, 320, 667, 321]
- ad-headline: ALL THIS WEEK: [841, 181, 961, 197]
- divider: [547, 1255, 667, 1256]
- ad-text: ▬▬▬ ▬▬ ▬▬▬▬ ▬ ▬▬▬▬▬ ▬▬▬ ▬▬ ▬▬▬▬ ▬ ▬▬▬▬▬ ▬▬▬ ▬▬ ▬▬▬▬ ▬ ▬▬▬▬▬ ▬▬▬ ▬▬ ▬▬▬▬ ▬ ▬▬▬▬▬ ▬▬▬ ▬▬ ▬▬▬▬ ▬ ▬▬▬▬▬ ▬▬▬ ▬▬ ▬▬▬▬ ▬ ▬▬▬▬▬ ▬▬▬ ▬▬ ▬▬▬▬ ▬ ▬▬▬▬▬ ▬▬▬ ▬▬ ▬▬▬▬ ▬ ▬▬▬▬▬ ▬▬▬ ▬▬ ▬▬▬▬ ▬ ▬▬▬▬▬ ▬▬▬ ▬▬ ▬▬▬▬ ▬ ▬▬▬▬▬ ▬▬▬ ▬▬ ▬▬▬▬ ▬ ▬▬▬▬▬ ▬▬▬ ▬▬ ▬▬▬▬ ▬ ▬▬▬▬▬ ▬▬▬ ▬▬ ▬▬▬▬ ▬ ▬▬▬▬▬ ▬▬▬ ▬▬ ▬▬▬▬ ▬ ▬▬▬▬▬ ▬▬▬ ▬▬ ▬▬▬▬ ▬ ▬▬▬▬▬ ▬▬▬ ▬▬ ▬▬▬▬ ▬ ▬▬▬▬▬ ▬▬▬ ▬▬ ▬▬▬▬ ▬ ▬▬▬▬▬ ▬▬▬ ▬▬ ▬▬▬▬ ▬ ▬▬▬▬▬ ▬▬▬ ▬▬ ▬▬▬▬ ▬ ▬▬▬▬▬ ▬▬▬ ▬▬ ▬▬▬▬ ▬ ▬▬▬▬▬: [996, 1044, 1104, 1143]
- divider: [10, 48, 138, 49]
- subhead: A MAN MISSING.: [189, 1317, 233, 1324]
- section-heading: THE ASSOCIATION GAME.: [304, 1451, 382, 1458]
- section-heading: "THE IMPERIAL PERSPECTIVE.": [162, 700, 260, 707]
- article-text: ▬▬▬ ▬▬ ▬▬▬▬ ▬ ▬▬▬▬▬ ▬▬▬ ▬▬ ▬▬▬▬ ▬ ▬▬▬▬▬ ▬▬▬ ▬▬ ▬▬▬▬ ▬ ▬▬▬▬▬ ▬▬▬ ▬▬ ▬▬▬▬ ▬ ▬▬▬▬▬ ▬▬▬ ▬▬ ▬▬▬▬ ▬ ▬▬▬▬▬ ▬▬▬ ▬▬ ▬▬▬▬ ▬ ▬▬▬▬▬ ▬▬▬ ▬▬ ▬▬▬▬ ▬ ▬▬▬▬▬ ▬▬▬ ▬▬ ▬▬▬▬ ▬ ▬▬▬▬▬ ▬▬▬ ▬▬ ▬▬▬▬ ▬ ▬▬▬▬▬ ▬▬▬ ▬▬ ▬▬▬▬ ▬ ▬▬▬▬▬ ▬▬▬ ▬▬ ▬▬▬▬ ▬ ▬▬▬▬▬ ▬▬▬ ▬▬ ▬▬▬▬ ▬ ▬▬▬▬▬ ▬▬▬ ▬▬ ▬▬▬▬ ▬ ▬▬▬▬▬ ▬▬▬ ▬▬ ▬▬▬▬ ▬ ▬▬▬▬▬ ▬▬▬ ▬▬ ▬▬▬▬ ▬ ▬▬▬▬▬ ▬▬▬ ▬▬ ▬▬▬▬ ▬ ▬▬▬▬▬ ▬▬▬ ▬▬ ▬▬▬▬ ▬ ▬▬▬▬▬ ▬▬▬ ▬▬ ▬▬▬▬ ▬ ▬▬▬▬▬ ▬▬▬ ▬▬ ▬▬▬▬ ▬ ▬▬▬▬▬ ▬▬▬ ▬▬ ▬▬▬▬ ▬ ▬▬▬▬▬ ▬▬▬ ▬▬ ▬▬▬▬ ▬ ▬▬▬▬▬ ▬▬▬ ▬▬ ▬▬▬▬ ▬ ▬▬▬▬▬ ▬▬▬ ▬▬ ▬▬▬▬ ▬ ▬▬▬▬▬ ▬▬▬ ▬▬ ▬▬▬▬ ▬ ▬▬▬▬▬ ▬▬▬ ▬▬ ▬▬▬▬ ▬ ▬▬▬▬▬: [409, 325, 541, 424]
- divider: [283, 46, 403, 47]
- subhead: A HOSTILE DEMONSTRATION.: [305, 1015, 381, 1022]
- ad-subtitle: MOATE & Co's.: [1010, 287, 1090, 299]
- ad-heading: Important to Farmers.: [713, 62, 773, 69]
- divider: [151, 2123, 271, 2124]
- ad-text: ▬▬▬ ▬▬ ▬▬▬▬ ▬ ▬▬▬▬▬ ▬▬▬ ▬▬ ▬▬▬▬ ▬ ▬▬▬▬▬ ▬▬▬ ▬▬ ▬▬▬▬ ▬ ▬▬▬▬▬ ▬▬▬ ▬▬ ▬▬▬▬ ▬ ▬▬▬▬▬ ▬▬▬ ▬▬ ▬▬▬▬ ▬ ▬▬▬▬▬ ▬▬▬ ▬▬ ▬▬▬▬ ▬ ▬▬▬▬▬ ▬▬▬ ▬▬ ▬▬▬▬ ▬ ▬▬▬▬▬ ▬▬▬ ▬▬ ▬▬▬▬ ▬ ▬▬▬▬▬ ▬▬▬ ▬▬ ▬▬▬▬ ▬ ▬▬▬▬▬ ▬▬▬ ▬▬ ▬▬▬▬ ▬ ▬▬▬▬▬ ▬▬▬ ▬▬ ▬▬▬▬ ▬ ▬▬▬▬▬ ▬▬▬ ▬▬ ▬▬▬▬ ▬ ▬▬▬▬▬ ▬▬▬ ▬▬ ▬▬▬▬ ▬ ▬▬▬▬▬ ▬▬▬ ▬▬ ▬▬▬▬ ▬ ▬▬▬▬▬ ▬▬▬ ▬▬ ▬▬▬▬ ▬ ▬▬▬▬▬ ▬▬▬ ▬▬ ▬▬▬▬ ▬ ▬▬▬▬▬ ▬▬▬ ▬▬ ▬▬▬▬ ▬ ▬▬▬▬▬ ▬▬▬ ▬▬ ▬▬▬▬ ▬ ▬▬▬▬▬ ▬▬▬ ▬▬ ▬▬▬▬ ▬ ▬▬▬▬▬ ▬▬▬ ▬▬ ▬▬▬▬ ▬ ▬▬▬▬▬: [680, 203, 806, 283]
- classified-ad: HUNDREDS of people are shopping at Amberg's.: [995, 459, 1104, 466]
- section-heading: RIFLE SHOOTING.: [443, 1165, 507, 1174]
- ad-text: ▬▬▬ ▬▬ ▬▬▬▬ ▬ ▬▬▬▬▬ ▬▬▬ ▬▬ ▬▬▬▬ ▬ ▬▬▬▬▬ ▬▬▬ ▬▬ ▬▬▬▬ ▬ ▬▬▬▬▬ ▬▬▬ ▬▬ ▬▬▬▬ ▬ ▬▬▬▬▬ ▬▬▬ ▬▬ ▬▬▬▬ ▬ ▬▬▬▬▬ ▬▬▬ ▬▬ ▬▬▬▬ ▬ ▬▬▬▬▬ ▬▬▬ ▬▬ ▬▬▬▬ ▬ ▬▬▬▬▬ ▬▬▬ ▬▬ ▬▬▬▬ ▬ ▬▬▬▬▬ ▬▬▬ ▬▬ ▬▬▬▬ ▬ ▬▬▬▬▬ ▬▬▬ ▬▬ ▬▬▬▬ ▬ ▬▬▬▬▬ ▬▬▬ ▬▬ ▬▬▬▬ ▬ ▬▬▬▬▬ ▬▬▬ ▬▬ ▬▬▬▬ ▬ ▬▬▬▬▬ ▬▬▬ ▬▬ ▬▬▬▬ ▬ ▬▬▬▬▬ ▬▬▬ ▬▬ ▬▬▬▬ ▬ ▬▬▬▬▬ ▬▬▬ ▬▬ ▬▬▬▬ ▬ ▬▬▬▬▬ ▬▬▬ ▬▬ ▬▬▬▬ ▬ ▬▬▬▬▬ ▬▬▬ ▬▬ ▬▬▬▬ ▬ ▬▬▬▬▬ ▬▬▬ ▬▬ ▬▬▬▬ ▬ ▬▬▬▬▬ ▬▬▬ ▬▬ ▬▬▬▬ ▬ ▬▬▬▬▬ ▬▬▬ ▬▬ ▬▬▬▬ ▬ ▬▬▬▬▬: [820, 804, 982, 870]
- subhead: A BARMAN FINED.: [187, 1482, 235, 1489]
- section-heading: BRITISH PREMIER MAKES THE PRESENTATION.: [27, 394, 121, 409]
- article-text: ▬▬▬ ▬▬ ▬▬▬▬ ▬ ▬▬▬▬▬ ▬▬▬ ▬▬ ▬▬▬▬ ▬ ▬▬▬▬▬ ▬▬▬ ▬▬ ▬▬▬▬ ▬ ▬▬▬▬▬ ▬▬▬ ▬▬ ▬▬▬▬ ▬ ▬▬▬▬▬ ▬▬▬ ▬▬ ▬▬▬▬ ▬ ▬▬▬▬▬ ▬▬▬ ▬▬ ▬▬▬▬ ▬ ▬▬▬▬▬ ▬▬▬ ▬▬ ▬▬▬▬ ▬ ▬▬▬▬▬ ▬▬▬ ▬▬ ▬▬▬▬ ▬ ▬▬▬▬▬ ▬▬▬ ▬▬ ▬▬▬▬ ▬ ▬▬▬▬▬ ▬▬▬ ▬▬ ▬▬▬▬ ▬ ▬▬▬▬▬ ▬▬▬ ▬▬ ▬▬▬▬ ▬ ▬▬▬▬▬ ▬▬▬ ▬▬ ▬▬▬▬ ▬ ▬▬▬▬▬ ▬▬▬ ▬▬ ▬▬▬▬ ▬ ▬▬▬▬▬ ▬▬▬ ▬▬ ▬▬▬▬ ▬ ▬▬▬▬▬ ▬▬▬ ▬▬ ▬▬▬▬ ▬ ▬▬▬▬▬ ▬▬▬ ▬▬ ▬▬▬▬ ▬ ▬▬▬▬▬ ▬▬▬ ▬▬ ▬▬▬▬ ▬ ▬▬▬▬▬ ▬▬▬ ▬▬ ▬▬▬▬ ▬ ▬▬▬▬▬ ▬▬▬ ▬▬ ▬▬▬▬ ▬ ▬▬▬▬▬ ▬▬▬ ▬▬ ▬▬▬▬ ▬ ▬▬▬▬▬ ▬▬▬ ▬▬ ▬▬▬▬ ▬ ▬▬▬▬▬ ▬▬▬ ▬▬ ▬▬▬▬ ▬ ▬▬▬▬▬ ▬▬▬ ▬▬ ▬▬▬▬ ▬ ▬▬▬▬▬ ▬▬▬ ▬▬ ▬▬▬▬ ▬ ▬▬▬▬▬ ▬▬▬ ▬▬ ▬▬▬▬ ▬ ▬▬▬▬▬ ▬▬▬ ▬▬ ▬▬▬▬ ▬ ▬▬▬▬▬ ▬▬▬ ▬▬ ▬▬▬▬ ▬ ▬▬▬▬▬ ▬▬▬ ▬▬ ▬▬▬▬ ▬ ▬▬▬▬▬ ▬▬▬ ▬▬ ▬▬▬▬ ▬ ▬▬▬▬▬ ▬▬▬ ▬▬ ▬▬▬▬ ▬ ▬▬▬▬▬ ▬▬▬ ▬▬ ▬▬▬▬ ▬ ▬▬▬▬▬ ▬▬▬ ▬▬ ▬▬▬▬ ▬ ▬▬▬▬▬ ▬▬▬ ▬▬ ▬▬▬▬ ▬ ▬▬▬▬▬ ▬▬▬ ▬▬ ▬▬▬▬ ▬ ▬▬▬▬▬ ▬▬▬ ▬▬ ▬▬▬▬ ▬ ▬▬▬▬▬ ▬▬▬ ▬▬ ▬▬▬▬ ▬ ▬▬▬▬▬ ▬▬▬ ▬▬ ▬▬▬▬ ▬ ▬▬▬▬▬ ▬▬▬ ▬▬ ▬▬▬▬ ▬ ▬▬▬▬▬ ▬▬▬ ▬▬ ▬▬▬▬ ▬ ▬▬▬▬▬ ▬▬▬ ▬▬ ▬▬▬▬ ▬ ▬▬▬▬▬ ▬▬▬ ▬▬ ▬▬▬▬ ▬ ▬▬▬▬▬ ▬▬▬ ▬▬ ▬▬▬▬ ▬ ▬▬▬▬▬ ▬▬▬ ▬▬ ▬▬▬▬ ▬ ▬▬▬▬▬ ▬▬▬ ▬▬ ▬▬▬▬ ▬ ▬▬▬▬▬ ▬▬▬ ▬▬ ▬▬▬▬ ▬ ▬▬▬▬▬: [4, 1223, 144, 1402]
- subhead: THE MATCH ABANDONED.: [441, 317, 509, 324]
- subhead: SATURDAY, the 14th day of AUGUST, 1909.: [692, 394, 794, 401]
- ad-text: Brinsmead's from 65gs upwards: [859, 969, 943, 976]
- article-text: ▬▬▬ ▬▬ ▬▬▬▬ ▬ ▬▬▬▬▬ ▬▬▬ ▬▬ ▬▬▬▬ ▬ ▬▬▬▬▬ ▬▬▬ ▬▬ ▬▬▬▬ ▬ ▬▬▬▬▬ ▬▬▬ ▬▬ ▬▬▬▬ ▬ ▬▬▬▬▬ ▬▬▬ ▬▬ ▬▬▬▬ ▬ ▬▬▬▬▬ ▬▬▬ ▬▬ ▬▬▬▬ ▬ ▬▬▬▬▬ ▬▬▬ ▬▬ ▬▬▬▬ ▬ ▬▬▬▬▬ ▬▬▬ ▬▬ ▬▬▬▬ ▬ ▬▬▬▬▬ ▬▬▬ ▬▬ ▬▬▬▬ ▬ ▬▬▬▬▬ ▬▬▬ ▬▬ ▬▬▬▬ ▬ ▬▬▬▬▬ ▬▬▬ ▬▬ ▬▬▬▬ ▬ ▬▬▬▬▬ ▬▬▬ ▬▬ ▬▬▬▬ ▬ ▬▬▬▬▬ ▬▬▬ ▬▬ ▬▬▬▬ ▬ ▬▬▬▬▬ ▬▬▬ ▬▬ ▬▬▬▬ ▬ ▬▬▬▬▬ ▬▬▬ ▬▬ ▬▬▬▬ ▬ ▬▬▬▬▬ ▬▬▬ ▬▬ ▬▬▬▬ ▬ ▬▬▬▬▬ ▬▬▬ ▬▬ ▬▬▬▬ ▬ ▬▬▬▬▬ ▬▬▬ ▬▬ ▬▬▬▬ ▬ ▬▬▬▬▬ ▬▬▬ ▬▬ ▬▬▬▬ ▬ ▬▬▬▬▬ ▬▬▬ ▬▬ ▬▬▬▬ ▬ ▬▬▬▬▬ ▬▬▬ ▬▬ ▬▬▬▬ ▬ ▬▬▬▬▬ ▬▬▬ ▬▬ ▬▬▬▬ ▬ ▬▬▬▬▬ ▬▬▬ ▬▬ ▬▬▬▬ ▬ ▬▬▬▬▬ ▬▬▬ ▬▬ ▬▬▬▬ ▬ ▬▬▬▬▬ ▬▬▬ ▬▬ ▬▬▬▬ ▬ ▬▬▬▬▬ ▬▬▬ ▬▬ ▬▬▬▬ ▬ ▬▬▬▬▬ ▬▬▬ ▬▬ ▬▬▬▬ ▬ ▬▬▬▬▬ ▬▬▬ ▬▬ ▬▬▬▬ ▬ ▬▬▬▬▬ ▬▬▬ ▬▬ ▬▬▬▬ ▬ ▬▬▬▬▬ ▬▬▬ ▬▬ ▬▬▬▬ ▬ ▬▬▬▬▬ ▬▬▬ ▬▬ ▬▬▬▬ ▬ ▬▬▬▬▬ ▬▬▬ ▬▬ ▬▬▬▬ ▬ ▬▬▬▬▬ ▬▬▬ ▬▬ ▬▬▬▬ ▬ ▬▬▬▬▬ ▬▬▬ ▬▬ ▬▬▬▬ ▬ ▬▬▬▬▬ ▬▬▬ ▬▬ ▬▬▬▬ ▬ ▬▬▬▬▬: [145, 1325, 277, 1464]
- ad-text: 1/8, 1/9, 1/10, 2/-, 2/2 per lb: [1019, 319, 1081, 325]
- divider: [10, 102, 138, 103]
- section-heading: THE POLICE COMMISSION.: [163, 876, 259, 885]
- ad-space: [813, 30, 989, 180]
- article-text: ▬▬▬ ▬▬ ▬▬▬▬ ▬ ▬▬▬▬▬ ▬▬▬ ▬▬ ▬▬▬▬ ▬ ▬▬▬▬▬ ▬▬▬ ▬▬ ▬▬▬▬ ▬ ▬▬▬▬▬ ▬▬▬ ▬▬ ▬▬▬▬ ▬ ▬▬▬▬▬ ▬▬▬ ▬▬ ▬▬▬▬ ▬ ▬▬▬▬▬ ▬▬▬ ▬▬ ▬▬▬▬ ▬ ▬▬▬▬▬ ▬▬▬ ▬▬ ▬▬▬▬ ▬ ▬▬▬▬▬ ▬▬▬ ▬▬ ▬▬▬▬ ▬ ▬▬▬▬▬ ▬▬▬ ▬▬ ▬▬▬▬ ▬ ▬▬▬▬▬ ▬▬▬ ▬▬ ▬▬▬▬ ▬ ▬▬▬▬▬ ▬▬▬ ▬▬ ▬▬▬▬ ▬ ▬▬▬▬▬ ▬▬▬ ▬▬ ▬▬▬▬ ▬ ▬▬▬▬▬ ▬▬▬ ▬▬ ▬▬▬▬ ▬ ▬▬▬▬▬ ▬▬▬ ▬▬ ▬▬▬▬ ▬ ▬▬▬▬▬ ▬▬▬ ▬▬ ▬▬▬▬ ▬ ▬▬▬▬▬ ▬▬▬ ▬▬ ▬▬▬▬ ▬ ▬▬▬▬▬ ▬▬▬ ▬▬ ▬▬▬▬ ▬ ▬▬▬▬▬ ▬▬▬ ▬▬ ▬▬▬▬ ▬ ▬▬▬▬▬ ▬▬▬ ▬▬ ▬▬▬▬ ▬ ▬▬▬▬▬ ▬▬▬ ▬▬ ▬▬▬▬ ▬ ▬▬▬▬▬ ▬▬▬ ▬▬ ▬▬▬▬ ▬ ▬▬▬▬▬ ▬▬▬ ▬▬ ▬▬▬▬ ▬ ▬▬▬▬▬ ▬▬▬ ▬▬ ▬▬▬▬ ▬ ▬▬▬▬▬ ▬▬▬ ▬▬ ▬▬▬▬ ▬ ▬▬▬▬▬ ▬▬▬ ▬▬ ▬▬▬▬ ▬ ▬▬▬▬▬ ▬▬▬ ▬▬ ▬▬▬▬ ▬ ▬▬▬▬▬ ▬▬▬ ▬▬ ▬▬▬▬ ▬ ▬▬▬▬▬ ▬▬▬ ▬▬ ▬▬▬▬ ▬ ▬▬▬▬▬ ▬▬▬ ▬▬ ▬▬▬▬ ▬ ▬▬▬▬▬ ▬▬▬ ▬▬ ▬▬▬▬ ▬ ▬▬▬▬▬ ▬▬▬ ▬▬ ▬▬▬▬ ▬ ▬▬▬▬▬ ▬▬▬ ▬▬ ▬▬▬▬ ▬ ▬▬▬▬▬ ▬▬▬ ▬▬ ▬▬▬▬ ▬ ▬▬▬▬▬ ▬▬▬ ▬▬ ▬▬▬▬ ▬ ▬▬▬▬▬ ▬▬▬ ▬▬ ▬▬▬▬ ▬ ▬▬▬▬▬ ▬▬▬ ▬▬ ▬▬▬▬ ▬ ▬▬▬▬▬ ▬▬▬ ▬▬ ▬▬▬▬ ▬ ▬▬▬▬▬ ▬▬▬ ▬▬ ▬▬▬▬ ▬ ▬▬▬▬▬ ▬▬▬ ▬▬ ▬▬▬▬ ▬ ▬▬▬▬▬ ▬▬▬ ▬▬ ▬▬▬▬ ▬ ▬▬▬▬▬ ▬▬▬ ▬▬ ▬▬▬▬ ▬ ▬▬▬▬▬ ▬▬▬ ▬▬ ▬▬▬▬ ▬ ▬▬▬▬▬ ▬▬▬ ▬▬ ▬▬▬▬ ▬ ▬▬▬▬▬ ▬▬▬ ▬▬ ▬▬▬▬ ▬ ▬▬▬▬▬ ▬▬▬ ▬▬ ▬▬▬▬ ▬ ▬▬▬▬▬ ▬▬▬ ▬▬ ▬▬▬▬ ▬ ▬▬▬▬▬ ▬▬▬ ▬▬ ▬▬▬▬ ▬ ▬▬▬▬▬ ▬▬▬ ▬▬ ▬▬▬▬ ▬ ▬▬▬▬▬ ▬▬▬ ▬▬ ▬▬▬▬ ▬ ▬▬▬▬▬ ▬▬▬ ▬▬ ▬▬▬▬ ▬ ▬▬▬▬▬ ▬▬▬ ▬▬ ▬▬▬▬ ▬ ▬▬▬▬▬ ▬▬▬ ▬▬ ▬▬▬▬ ▬ ▬▬▬▬▬ ▬▬▬ ▬▬ ▬▬▬▬ ▬ ▬▬▬▬▬ ▬▬▬ ▬▬ ▬▬▬▬ ▬ ▬▬▬▬▬ ▬▬▬ ▬▬ ▬▬▬▬ ▬ ▬▬▬▬▬ ▬▬▬ ▬▬ ▬▬▬▬ ▬ ▬▬▬▬▬ ▬▬▬ ▬▬ ▬▬▬▬ ▬ ▬▬▬▬▬ ▬▬▬ ▬▬ ▬▬▬▬ ▬ ▬▬▬▬▬ ▬▬▬ ▬▬ ▬▬▬▬ ▬ ▬▬▬▬▬ ▬▬▬ ▬▬ ▬▬▬▬ ▬ ▬▬▬▬▬ ▬▬▬ ▬▬ ▬▬▬▬ ▬ ▬▬▬▬▬ ▬▬▬ ▬▬ ▬▬▬▬ ▬ ▬▬▬▬▬ ▬▬▬ ▬▬ ▬▬▬▬ ▬ ▬▬▬▬▬ ▬▬▬ ▬▬ ▬▬▬▬ ▬ ▬▬▬▬▬ ▬▬▬ ▬▬ ▬▬▬▬ ▬ ▬▬▬▬▬: [4, 133, 144, 391]
- ad-heading: TARANAKI WOOL, SHEEPSKIN, HIDE, AND TALLOW SALES.: [680, 743, 806, 758]
- ad-heading: TO BUILDERS.: [585, 790, 629, 797]
- ad-text: ▬▬▬ ▬▬ ▬▬▬▬ ▬ ▬▬▬▬▬ ▬▬▬ ▬▬ ▬▬▬▬ ▬ ▬▬▬▬▬ ▬▬▬ ▬▬ ▬▬▬▬ ▬ ▬▬▬▬▬ ▬▬▬ ▬▬ ▬▬▬▬ ▬ ▬▬▬▬▬ ▬▬▬ ▬▬ ▬▬▬▬ ▬ ▬▬▬▬▬ ▬▬▬ ▬▬ ▬▬▬▬ ▬ ▬▬▬▬▬ ▬▬▬ ▬▬ ▬▬▬▬ ▬ ▬▬▬▬▬ ▬▬▬ ▬▬ ▬▬▬▬ ▬ ▬▬▬▬▬ ▬▬▬ ▬▬ ▬▬▬▬ ▬ ▬▬▬▬▬ ▬▬▬ ▬▬ ▬▬▬▬ ▬ ▬▬▬▬▬: [989, 599, 1111, 645]
- subhead: APPRECIATION OF THE HOUSE OF COMMONS.: [15, 65, 133, 72]
- article-text: ▬▬▬ ▬▬ ▬▬▬▬ ▬ ▬▬▬▬▬ ▬▬▬ ▬▬ ▬▬▬▬ ▬ ▬▬▬▬▬ ▬▬▬ ▬▬ ▬▬▬▬ ▬ ▬▬▬▬▬ ▬▬▬ ▬▬ ▬▬▬▬ ▬ ▬▬▬▬▬ ▬▬▬ ▬▬ ▬▬▬▬ ▬ ▬▬▬▬▬ ▬▬▬ ▬▬ ▬▬▬▬ ▬ ▬▬▬▬▬ ▬▬▬ ▬▬ ▬▬▬▬ ▬ ▬▬▬▬▬ ▬▬▬ ▬▬ ▬▬▬▬ ▬ ▬▬▬▬▬ ▬▬▬ ▬▬ ▬▬▬▬ ▬ ▬▬▬▬▬ ▬▬▬ ▬▬ ▬▬▬▬ ▬ ▬▬▬▬▬ ▬▬▬ ▬▬ ▬▬▬▬ ▬ ▬▬▬▬▬ ▬▬▬ ▬▬ ▬▬▬▬ ▬ ▬▬▬▬▬ ▬▬▬ ▬▬ ▬▬▬▬ ▬ ▬▬▬▬▬ ▬▬▬ ▬▬ ▬▬▬▬ ▬ ▬▬▬▬▬ ▬▬▬ ▬▬ ▬▬▬▬ ▬ ▬▬▬▬▬ ▬▬▬ ▬▬ ▬▬▬▬ ▬ ▬▬▬▬▬ ▬▬▬ ▬▬ ▬▬▬▬ ▬ ▬▬▬▬▬ ▬▬▬ ▬▬ ▬▬▬▬ ▬ ▬▬▬▬▬ ▬▬▬ ▬▬ ▬▬▬▬ ▬ ▬▬▬▬▬ ▬▬▬ ▬▬ ▬▬▬▬ ▬ ▬▬▬▬▬ ▬▬▬ ▬▬ ▬▬▬▬ ▬ ▬▬▬▬▬ ▬▬▬ ▬▬ ▬▬▬▬ ▬ ▬▬▬▬▬ ▬▬▬ ▬▬ ▬▬▬▬ ▬ ▬▬▬▬▬ ▬▬▬ ▬▬ ▬▬▬▬ ▬ ▬▬▬▬▬ ▬▬▬ ▬▬ ▬▬▬▬ ▬ ▬▬▬▬▬: [409, 450, 541, 549]
- column-1: [4, 30, 144, 2458]
- ad-text: DINNER AND TEA WARE: [848, 783, 954, 794]
- subhead: PRESENTATION TO SIR JOSEPH WARD.: [25, 79, 123, 86]
- divider: [10, 62, 138, 63]
- footwear-ad: [816, 479, 1011, 657]
- ad-text: ▬▬▬ ▬▬ ▬▬▬▬ ▬ ▬▬▬▬▬ ▬▬▬ ▬▬ ▬▬▬▬ ▬ ▬▬▬▬▬ ▬▬▬ ▬▬ ▬▬▬▬ ▬ ▬▬▬▬▬ ▬▬▬ ▬▬ ▬▬▬▬ ▬ ▬▬▬▬▬ ▬▬▬ ▬▬ ▬▬▬▬ ▬ ▬▬▬▬▬ ▬▬▬ ▬▬ ▬▬▬▬ ▬ ▬▬▬▬▬ ▬▬▬ ▬▬ ▬▬▬▬ ▬ ▬▬▬▬▬ ▬▬▬ ▬▬ ▬▬▬▬ ▬ ▬▬▬▬▬ ▬▬▬ ▬▬ ▬▬▬▬ ▬ ▬▬▬▬▬ ▬▬▬ ▬▬ ▬▬▬▬ ▬ ▬▬▬▬▬: [820, 749, 982, 783]
- subhead: Stratford: [733, 849, 753, 856]
- section-heading: CARDS.: [331, 1618, 355, 1625]
- column-4: [408, 30, 541, 1782]
- ad-text: ▬▬▬ ▬▬ ▬▬▬▬ ▬ ▬▬▬▬▬ ▬▬▬ ▬▬ ▬▬▬▬ ▬ ▬▬▬▬▬ ▬▬▬ ▬▬ ▬▬▬▬ ▬ ▬▬▬▬▬ ▬▬▬ ▬▬ ▬▬▬▬ ▬ ▬▬▬▬▬ ▬▬▬ ▬▬ ▬▬▬▬ ▬ ▬▬▬▬▬ ▬▬▬ ▬▬ ▬▬▬▬ ▬ ▬▬▬▬▬ ▬▬▬ ▬▬ ▬▬▬▬ ▬ ▬▬▬▬▬ ▬▬▬ ▬▬ ▬▬▬▬ ▬ ▬▬▬▬▬ ▬▬▬ ▬▬ ▬▬▬▬ ▬ ▬▬▬▬▬ ▬▬▬ ▬▬ ▬▬▬▬ ▬ ▬▬▬▬▬: [989, 537, 1111, 584]
- ad-title: RED POST: [829, 700, 973, 729]
- subhead: A NATIVE KILLED.: [187, 1210, 235, 1217]
- article-text: ▬▬▬ ▬▬ ▬▬▬▬ ▬ ▬▬▬▬▬ ▬▬▬ ▬▬ ▬▬▬▬ ▬ ▬▬▬▬▬ ▬▬▬ ▬▬ ▬▬▬▬ ▬ ▬▬▬▬▬ ▬▬▬ ▬▬ ▬▬▬▬ ▬ ▬▬▬▬▬ ▬▬▬ ▬▬ ▬▬▬▬ ▬ ▬▬▬▬▬ ▬▬▬ ▬▬ ▬▬▬▬ ▬ ▬▬▬▬▬ ▬▬▬ ▬▬ ▬▬▬▬ ▬ ▬▬▬▬▬ ▬▬▬ ▬▬ ▬▬▬▬ ▬ ▬▬▬▬▬ ▬▬▬ ▬▬ ▬▬▬▬ ▬ ▬▬▬▬▬ ▬▬▬ ▬▬ ▬▬▬▬ ▬ ▬▬▬▬▬ ▬▬▬ ▬▬ ▬▬▬▬ ▬ ▬▬▬▬▬ ▬▬▬ ▬▬ ▬▬▬▬ ▬ ▬▬▬▬▬ ▬▬▬ ▬▬ ▬▬▬▬ ▬ ▬▬▬▬▬ ▬▬▬ ▬▬ ▬▬▬▬ ▬ ▬▬▬▬▬ ▬▬▬ ▬▬ ▬▬▬▬ ▬ ▬▬▬▬▬ ▬▬▬ ▬▬ ▬▬▬▬ ▬ ▬▬▬▬▬ ▬▬▬ ▬▬ ▬▬▬▬ ▬ ▬▬▬▬▬ ▬▬▬ ▬▬ ▬▬▬▬ ▬ ▬▬▬▬▬ ▬▬▬ ▬▬ ▬▬▬▬ ▬ ▬▬▬▬▬ ▬▬▬ ▬▬ ▬▬▬▬ ▬ ▬▬▬▬▬ ▬▬▬ ▬▬ ▬▬▬▬ ▬ ▬▬▬▬▬ ▬▬▬ ▬▬ ▬▬▬▬ ▬ ▬▬▬▬▬ ▬▬▬ ▬▬ ▬▬▬▬ ▬ ▬▬▬▬▬ ▬▬▬ ▬▬ ▬▬▬▬ ▬ ▬▬▬▬▬ ▬▬▬ ▬▬ ▬▬▬▬ ▬ ▬▬▬▬▬ ▬▬▬ ▬▬ ▬▬▬▬ ▬ ▬▬▬▬▬ ▬▬▬ ▬▬ ▬▬▬▬ ▬ ▬▬▬▬▬ ▬▬▬ ▬▬ ▬▬▬▬ ▬ ▬▬▬▬▬ ▬▬▬ ▬▬ ▬▬▬▬ ▬ ▬▬▬▬▬ ▬▬▬ ▬▬ ▬▬▬▬ ▬ ▬▬▬▬▬ ▬▬▬ ▬▬ ▬▬▬▬ ▬ ▬▬▬▬▬ ▬▬▬ ▬▬ ▬▬▬▬ ▬ ▬▬▬▬▬ ▬▬▬ ▬▬ ▬▬▬▬ ▬ ▬▬▬▬▬ ▬▬▬ ▬▬ ▬▬▬▬ ▬ ▬▬▬▬▬ ▬▬▬ ▬▬ ▬▬▬▬ ▬ ▬▬▬▬▬: [277, 406, 409, 545]
- ad-text: ▬▬▬ ▬▬ ▬▬▬▬ ▬ ▬▬▬▬▬ ▬▬▬ ▬▬ ▬▬▬▬ ▬ ▬▬▬▬▬ ▬▬▬ ▬▬ ▬▬▬▬ ▬ ▬▬▬▬▬ ▬▬▬ ▬▬ ▬▬▬▬ ▬ ▬▬▬▬▬ ▬▬▬ ▬▬ ▬▬▬▬ ▬ ▬▬▬▬▬ ▬▬▬ ▬▬ ▬▬▬▬ ▬ ▬▬▬▬▬ ▬▬▬ ▬▬ ▬▬▬▬ ▬ ▬▬▬▬▬ ▬▬▬ ▬▬ ▬▬▬▬ ▬ ▬▬▬▬▬ ▬▬▬ ▬▬ ▬▬▬▬ ▬ ▬▬▬▬▬ ▬▬▬ ▬▬ ▬▬▬▬ ▬ ▬▬▬▬▬: [989, 476, 1111, 523]
- article-text: ▬▬▬ ▬▬ ▬▬▬▬ ▬ ▬▬▬▬▬ ▬▬▬ ▬▬ ▬▬▬▬ ▬ ▬▬▬▬▬ ▬▬▬ ▬▬ ▬▬▬▬ ▬ ▬▬▬▬▬ ▬▬▬ ▬▬ ▬▬▬▬ ▬ ▬▬▬▬▬ ▬▬▬ ▬▬ ▬▬▬▬ ▬ ▬▬▬▬▬ ▬▬▬ ▬▬ ▬▬▬▬ ▬ ▬▬▬▬▬ ▬▬▬ ▬▬ ▬▬▬▬ ▬ ▬▬▬▬▬ ▬▬▬ ▬▬ ▬▬▬▬ ▬ ▬▬▬▬▬ ▬▬▬ ▬▬ ▬▬▬▬ ▬ ▬▬▬▬▬ ▬▬▬ ▬▬ ▬▬▬▬ ▬ ▬▬▬▬▬ ▬▬▬ ▬▬ ▬▬▬▬ ▬ ▬▬▬▬▬ ▬▬▬ ▬▬ ▬▬▬▬ ▬ ▬▬▬▬▬ ▬▬▬ ▬▬ ▬▬▬▬ ▬ ▬▬▬▬▬ ▬▬▬ ▬▬ ▬▬▬▬ ▬ ▬▬▬▬▬ ▬▬▬ ▬▬ ▬▬▬▬ ▬ ▬▬▬▬▬ ▬▬▬ ▬▬ ▬▬▬▬ ▬ ▬▬▬▬▬ ▬▬▬ ▬▬ ▬▬▬▬ ▬ ▬▬▬▬▬ ▬▬▬ ▬▬ ▬▬▬▬ ▬ ▬▬▬▬▬ ▬▬▬ ▬▬ ▬▬▬▬ ▬ ▬▬▬▬▬ ▬▬▬ ▬▬ ▬▬▬▬ ▬ ▬▬▬▬▬ ▬▬▬ ▬▬ ▬▬▬▬ ▬ ▬▬▬▬▬ ▬▬▬ ▬▬ ▬▬▬▬ ▬ ▬▬▬▬▬ ▬▬▬ ▬▬ ▬▬▬▬ ▬ ▬▬▬▬▬ ▬▬▬ ▬▬ ▬▬▬▬ ▬ ▬▬▬▬▬ ▬▬▬ ▬▬ ▬▬▬▬ ▬ ▬▬▬▬▬ ▬▬▬ ▬▬ ▬▬▬▬ ▬ ▬▬▬▬▬ ▬▬▬ ▬▬ ▬▬▬▬ ▬ ▬▬▬▬▬ ▬▬▬ ▬▬ ▬▬▬▬ ▬ ▬▬▬▬▬ ▬▬▬ ▬▬ ▬▬▬▬ ▬ ▬▬▬▬▬ ▬▬▬ ▬▬ ▬▬▬▬ ▬ ▬▬▬▬▬ ▬▬▬ ▬▬ ▬▬▬▬ ▬ ▬▬▬▬▬ ▬▬▬ ▬▬ ▬▬▬▬ ▬ ▬▬▬▬▬ ▬▬▬ ▬▬ ▬▬▬▬ ▬ ▬▬▬▬▬ ▬▬▬ ▬▬ ▬▬▬▬ ▬ ▬▬▬▬▬ ▬▬▬ ▬▬ ▬▬▬▬ ▬ ▬▬▬▬▬ ▬▬▬ ▬▬ ▬▬▬▬ ▬ ▬▬▬▬▬ ▬▬▬ ▬▬ ▬▬▬▬ ▬ ▬▬▬▬▬ ▬▬▬ ▬▬ ▬▬▬▬ ▬ ▬▬▬▬▬ ▬▬▬ ▬▬ ▬▬▬▬ ▬ ▬▬▬▬▬ ▬▬▬ ▬▬ ▬▬▬▬ ▬ ▬▬▬▬▬ ▬▬▬ ▬▬ ▬▬▬▬ ▬ ▬▬▬▬▬ ▬▬▬ ▬▬ ▬▬▬▬ ▬ ▬▬▬▬▬ ▬▬▬ ▬▬ ▬▬▬▬ ▬ ▬▬▬▬▬ ▬▬▬ ▬▬ ▬▬▬▬ ▬ ▬▬▬▬▬ ▬▬▬ ▬▬ ▬▬▬▬ ▬ ▬▬▬▬▬ ▬▬▬ ▬▬ ▬▬▬▬ ▬ ▬▬▬▬▬ ▬▬▬ ▬▬ ▬▬▬▬ ▬ ▬▬▬▬▬ ▬▬▬ ▬▬ ▬▬▬▬ ▬ ▬▬▬▬▬ ▬▬▬ ▬▬ ▬▬▬▬ ▬ ▬▬▬▬▬ ▬▬▬ ▬▬ ▬▬▬▬ ▬ ▬▬▬▬▬ ▬▬▬ ▬▬ ▬▬▬▬ ▬ ▬▬▬▬▬ ▬▬▬ ▬▬ ▬▬▬▬ ▬ ▬▬▬▬▬ ▬▬▬ ▬▬ ▬▬▬▬ ▬ ▬▬▬▬▬ ▬▬▬ ▬▬ ▬▬▬▬ ▬ ▬▬▬▬▬ ▬▬▬ ▬▬ ▬▬▬▬ ▬ ▬▬▬▬▬ ▬▬▬ ▬▬ ▬▬▬▬ ▬ ▬▬▬▬▬ ▬▬▬ ▬▬ ▬▬▬▬ ▬ ▬▬▬▬▬ ▬▬▬ ▬▬ ▬▬▬▬ ▬ ▬▬▬▬▬ ▬▬▬ ▬▬ ▬▬▬▬ ▬ ▬▬▬▬▬ ▬▬▬ ▬▬ ▬▬▬▬ ▬ ▬▬▬▬▬ ▬▬▬ ▬▬ ▬▬▬▬ ▬ ▬▬▬▬▬ ▬▬▬ ▬▬ ▬▬▬▬ ▬ ▬▬▬▬▬ ▬▬▬ ▬▬ ▬▬▬▬ ▬ ▬▬▬▬▬ ▬▬▬ ▬▬ ▬▬▬▬ ▬ ▬▬▬▬▬ ▬▬▬ ▬▬ ▬▬▬▬ ▬ ▬▬▬▬▬ ▬▬▬ ▬▬ ▬▬▬▬ ▬ ▬▬▬▬▬ ▬▬▬ ▬▬ ▬▬▬▬ ▬ ▬▬▬▬▬ ▬▬▬ ▬▬ ▬▬▬▬ ▬ ▬▬▬▬▬ ▬▬▬ ▬▬ ▬▬▬▬ ▬ ▬▬▬▬▬ ▬▬▬ ▬▬ ▬▬▬▬ ▬ ▬▬▬▬▬ ▬▬▬ ▬▬ ▬▬▬▬ ▬ ▬▬▬▬▬ ▬▬▬ ▬▬ ▬▬▬▬ ▬ ▬▬▬▬▬ ▬▬▬ ▬▬ ▬▬▬▬ ▬ ▬▬▬▬▬ ▬▬▬ ▬▬ ▬▬▬▬ ▬ ▬▬▬▬▬ ▬▬▬ ▬▬ ▬▬▬▬ ▬ ▬▬▬▬▬: [4, 411, 144, 708]
- ad-subtitle: SHOE IMPORTERS: [878, 679, 924, 685]
- article-text: ▬▬▬ ▬▬ ▬▬▬▬ ▬ ▬▬▬▬▬ ▬▬▬ ▬▬ ▬▬▬▬ ▬ ▬▬▬▬▬ ▬▬▬ ▬▬ ▬▬▬▬ ▬ ▬▬▬▬▬ ▬▬▬ ▬▬ ▬▬▬▬ ▬ ▬▬▬▬▬ ▬▬▬ ▬▬ ▬▬▬▬ ▬ ▬▬▬▬▬ ▬▬▬ ▬▬ ▬▬▬▬ ▬ ▬▬▬▬▬ ▬▬▬ ▬▬ ▬▬▬▬ ▬ ▬▬▬▬▬ ▬▬▬ ▬▬ ▬▬▬▬ ▬ ▬▬▬▬▬ ▬▬▬ ▬▬ ▬▬▬▬ ▬ ▬▬▬▬▬ ▬▬▬ ▬▬ ▬▬▬▬ ▬ ▬▬▬▬▬ ▬▬▬ ▬▬ ▬▬▬▬ ▬ ▬▬▬▬▬ ▬▬▬ ▬▬ ▬▬▬▬ ▬ ▬▬▬▬▬ ▬▬▬ ▬▬ ▬▬▬▬ ▬ ▬▬▬▬▬ ▬▬▬ ▬▬ ▬▬▬▬ ▬ ▬▬▬▬▬ ▬▬▬ ▬▬ ▬▬▬▬ ▬ ▬▬▬▬▬ ▬▬▬ ▬▬ ▬▬▬▬ ▬ ▬▬▬▬▬ ▬▬▬ ▬▬ ▬▬▬▬ ▬ ▬▬▬▬▬ ▬▬▬ ▬▬ ▬▬▬▬ ▬ ▬▬▬▬▬ ▬▬▬ ▬▬ ▬▬▬▬ ▬ ▬▬▬▬▬ ▬▬▬ ▬▬ ▬▬▬▬ ▬ ▬▬▬▬▬ ▬▬▬ ▬▬ ▬▬▬▬ ▬ ▬▬▬▬▬ ▬▬▬ ▬▬ ▬▬▬▬ ▬ ▬▬▬▬▬ ▬▬▬ ▬▬ ▬▬▬▬ ▬ ▬▬▬▬▬ ▬▬▬ ▬▬ ▬▬▬▬ ▬ ▬▬▬▬▬ ▬▬▬ ▬▬ ▬▬▬▬ ▬ ▬▬▬▬▬ ▬▬▬ ▬▬ ▬▬▬▬ ▬ ▬▬▬▬▬ ▬▬▬ ▬▬ ▬▬▬▬ ▬ ▬▬▬▬▬ ▬▬▬ ▬▬ ▬▬▬▬ ▬ ▬▬▬▬▬ ▬▬▬ ▬▬ ▬▬▬▬ ▬ ▬▬▬▬▬ ▬▬▬ ▬▬ ▬▬▬▬ ▬ ▬▬▬▬▬ ▬▬▬ ▬▬ ▬▬▬▬ ▬ ▬▬▬▬▬ ▬▬▬ ▬▬ ▬▬▬▬ ▬ ▬▬▬▬▬ ▬▬▬ ▬▬ ▬▬▬▬ ▬ ▬▬▬▬▬ ▬▬▬ ▬▬ ▬▬▬▬ ▬ ▬▬▬▬▬ ▬▬▬ ▬▬ ▬▬▬▬ ▬ ▬▬▬▬▬ ▬▬▬ ▬▬ ▬▬▬▬ ▬ ▬▬▬▬▬ ▬▬▬ ▬▬ ▬▬▬▬ ▬ ▬▬▬▬▬ ▬▬▬ ▬▬ ▬▬▬▬ ▬ ▬▬▬▬▬ ▬▬▬ ▬▬ ▬▬▬▬ ▬ ▬▬▬▬▬ ▬▬▬ ▬▬ ▬▬▬▬ ▬ ▬▬▬▬▬ ▬▬▬ ▬▬ ▬▬▬▬ ▬ ▬▬▬▬▬ ▬▬▬ ▬▬ ▬▬▬▬ ▬ ▬▬▬▬▬ ▬▬▬ ▬▬ ▬▬▬▬ ▬ ▬▬▬▬▬ ▬▬▬ ▬▬ ▬▬▬▬ ▬ ▬▬▬▬▬ ▬▬▬ ▬▬ ▬▬▬▬ ▬ ▬▬▬▬▬ ▬▬▬ ▬▬ ▬▬▬▬ ▬ ▬▬▬▬▬ ▬▬▬ ▬▬ ▬▬▬▬ ▬ ▬▬▬▬▬ ▬▬▬ ▬▬ ▬▬▬▬ ▬ ▬▬▬▬▬ ▬▬▬ ▬▬ ▬▬▬▬ ▬ ▬▬▬▬▬ ▬▬▬ ▬▬ ▬▬▬▬ ▬ ▬▬▬▬▬ ▬▬▬ ▬▬ ▬▬▬▬ ▬ ▬▬▬▬▬ ▬▬▬ ▬▬ ▬▬▬▬ ▬ ▬▬▬▬▬ ▬▬▬ ▬▬ ▬▬▬▬ ▬ ▬▬▬▬▬ ▬▬▬ ▬▬ ▬▬▬▬ ▬ ▬▬▬▬▬ ▬▬▬ ▬▬ ▬▬▬▬ ▬ ▬▬▬▬▬ ▬▬▬ ▬▬ ▬▬▬▬ ▬ ▬▬▬▬▬ ▬▬▬ ▬▬ ▬▬▬▬ ▬ ▬▬▬▬▬ ▬▬▬ ▬▬ ▬▬▬▬ ▬ ▬▬▬▬▬ ▬▬▬ ▬▬ ▬▬▬▬ ▬ ▬▬▬▬▬ ▬▬▬ ▬▬ ▬▬▬▬ ▬ ▬▬▬▬▬ ▬▬▬ ▬▬ ▬▬▬▬ ▬ ▬▬▬▬▬ ▬▬▬ ▬▬ ▬▬▬▬ ▬ ▬▬▬▬▬ ▬▬▬ ▬▬ ▬▬▬▬ ▬ ▬▬▬▬▬ ▬▬▬ ▬▬ ▬▬▬▬ ▬ ▬▬▬▬▬ ▬▬▬ ▬▬ ▬▬▬▬ ▬ ▬▬▬▬▬ ▬▬▬ ▬▬ ▬▬▬▬ ▬ ▬▬▬▬▬ ▬▬▬ ▬▬ ▬▬▬▬ ▬ ▬▬▬▬▬ ▬▬▬ ▬▬ ▬▬▬▬ ▬ ▬▬▬▬▬ ▬▬▬ ▬▬ ▬▬▬▬ ▬ ▬▬▬▬▬ ▬▬▬ ▬▬ ▬▬▬▬ ▬ ▬▬▬▬▬ ▬▬▬ ▬▬ ▬▬▬▬ ▬ ▬▬▬▬▬ ▬▬▬ ▬▬ ▬▬▬▬ ▬ ▬▬▬▬▬ ▬▬▬ ▬▬ ▬▬▬▬ ▬ ▬▬▬▬▬ ▬▬▬ ▬▬ ▬▬▬▬ ▬ ▬▬▬▬▬ ▬▬▬ ▬▬ ▬▬▬▬ ▬ ▬▬▬▬▬: [4, 1970, 144, 2267]
- ad-heading: 350 HEAD MIXED CATTLE: [705, 690, 781, 697]
- column-8: [988, 30, 1121, 1782]
- ad-heading: TO TAILORS.: [587, 1467, 626, 1474]
- column-5: [540, 30, 673, 1782]
- ad-heading: NOTICE.: [1037, 811, 1063, 818]
- ad-text: ▬▬▬ ▬▬ ▬▬▬▬ ▬ ▬▬▬▬▬ ▬▬▬ ▬▬ ▬▬▬▬ ▬ ▬▬▬▬▬ ▬▬▬ ▬▬ ▬▬▬▬ ▬ ▬▬▬▬▬ ▬▬▬ ▬▬ ▬▬▬▬ ▬ ▬▬▬▬▬ ▬▬▬ ▬▬ ▬▬▬▬ ▬ ▬▬▬▬▬ ▬▬▬ ▬▬ ▬▬▬▬ ▬ ▬▬▬▬▬ ▬▬▬ ▬▬ ▬▬▬▬ ▬ ▬▬▬▬▬ ▬▬▬ ▬▬ ▬▬▬▬ ▬ ▬▬▬▬▬ ▬▬▬ ▬▬ ▬▬▬▬ ▬ ▬▬▬▬▬ ▬▬▬ ▬▬ ▬▬▬▬ ▬ ▬▬▬▬▬ ▬▬▬ ▬▬ ▬▬▬▬ ▬ ▬▬▬▬▬ ▬▬▬ ▬▬ ▬▬▬▬ ▬ ▬▬▬▬▬ ▬▬▬ ▬▬ ▬▬▬▬ ▬ ▬▬▬▬▬ ▬▬▬ ▬▬ ▬▬▬▬ ▬ ▬▬▬▬▬ ▬▬▬ ▬▬ ▬▬▬▬ ▬ ▬▬▬▬▬: [989, 728, 1111, 794]
- ad-subtitle: THE PEOPLE'S GROCER: [713, 1225, 773, 1232]
- ad-heading: GARDEN SEEDS: [719, 1090, 767, 1097]
- classified-ad: FOR SALE—All half-price, complete Lady's Outfit.: [995, 645, 1109, 652]
- divider: [415, 553, 535, 554]
- ad-title: "L-K-G": [445, 1371, 505, 1388]
- newton-king-ad: NEWTON KING: [701, 835, 784, 848]
- column-2: [144, 30, 277, 2296]
- divider: [10, 116, 138, 117]
- ad-headline: WINTER APPAREL: [833, 211, 969, 227]
- section-heading: DISSIPATING A TRADITION.: [33, 2270, 115, 2277]
- ad-heading: TENDERS.: [592, 985, 622, 992]
- ad-text: ▬▬▬ ▬▬ ▬▬▬▬ ▬ ▬▬▬▬▬ ▬▬▬ ▬▬ ▬▬▬▬ ▬ ▬▬▬▬▬ ▬▬▬ ▬▬ ▬▬▬▬ ▬ ▬▬▬▬▬ ▬▬▬ ▬▬ ▬▬▬▬ ▬ ▬▬▬▬▬ ▬▬▬ ▬▬ ▬▬▬▬ ▬ ▬▬▬▬▬ ▬▬▬ ▬▬ ▬▬▬▬ ▬ ▬▬▬▬▬ ▬▬▬ ▬▬ ▬▬▬▬ ▬ ▬▬▬▬▬ ▬▬▬ ▬▬ ▬▬▬▬ ▬ ▬▬▬▬▬ ▬▬▬ ▬▬ ▬▬▬▬ ▬ ▬▬▬▬▬ ▬▬▬ ▬▬ ▬▬▬▬ ▬ ▬▬▬▬▬: [680, 994, 806, 1034]
- section-heading: ACCIDENTS AND FATALITIES.: [159, 1199, 263, 1208]
- ad-text: ▬▬▬ ▬▬ ▬▬▬▬ ▬ ▬▬▬▬▬ ▬▬▬ ▬▬ ▬▬▬▬ ▬ ▬▬▬▬▬ ▬▬▬ ▬▬ ▬▬▬▬ ▬ ▬▬▬▬▬ ▬▬▬ ▬▬ ▬▬▬▬ ▬ ▬▬▬▬▬ ▬▬▬ ▬▬ ▬▬▬▬ ▬ ▬▬▬▬▬ ▬▬▬ ▬▬ ▬▬▬▬ ▬ ▬▬▬▬▬ ▬▬▬ ▬▬ ▬▬▬▬ ▬ ▬▬▬▬▬ ▬▬▬ ▬▬ ▬▬▬▬ ▬ ▬▬▬▬▬ ▬▬▬ ▬▬ ▬▬▬▬ ▬ ▬▬▬▬▬ ▬▬▬ ▬▬ ▬▬▬▬ ▬ ▬▬▬▬▬ ▬▬▬ ▬▬ ▬▬▬▬ ▬ ▬▬▬▬▬ ▬▬▬ ▬▬ ▬▬▬▬ ▬ ▬▬▬▬▬ ▬▬▬ ▬▬ ▬▬▬▬ ▬ ▬▬▬▬▬ ▬▬▬ ▬▬ ▬▬▬▬ ▬ ▬▬▬▬▬ ▬▬▬ ▬▬ ▬▬▬▬ ▬ ▬▬▬▬▬ ▬▬▬ ▬▬ ▬▬▬▬ ▬ ▬▬▬▬▬ ▬▬▬ ▬▬ ▬▬▬▬ ▬ ▬▬▬▬▬ ▬▬▬ ▬▬ ▬▬▬▬ ▬ ▬▬▬▬▬ ▬▬▬ ▬▬ ▬▬▬▬ ▬ ▬▬▬▬▬ ▬▬▬ ▬▬ ▬▬▬▬ ▬ ▬▬▬▬▬: [541, 1476, 673, 1556]
- article-text: ▬▬▬ ▬▬ ▬▬▬▬ ▬ ▬▬▬▬▬ ▬▬▬ ▬▬ ▬▬▬▬ ▬ ▬▬▬▬▬ ▬▬▬ ▬▬ ▬▬▬▬ ▬ ▬▬▬▬▬ ▬▬▬ ▬▬ ▬▬▬▬ ▬ ▬▬▬▬▬ ▬▬▬ ▬▬ ▬▬▬▬ ▬ ▬▬▬▬▬ ▬▬▬ ▬▬ ▬▬▬▬ ▬ ▬▬▬▬▬ ▬▬▬ ▬▬ ▬▬▬▬ ▬ ▬▬▬▬▬ ▬▬▬ ▬▬ ▬▬▬▬ ▬ ▬▬▬▬▬ ▬▬▬ ▬▬ ▬▬▬▬ ▬ ▬▬▬▬▬ ▬▬▬ ▬▬ ▬▬▬▬ ▬ ▬▬▬▬▬ ▬▬▬ ▬▬ ▬▬▬▬ ▬ ▬▬▬▬▬ ▬▬▬ ▬▬ ▬▬▬▬ ▬ ▬▬▬▬▬ ▬▬▬ ▬▬ ▬▬▬▬ ▬ ▬▬▬▬▬ ▬▬▬ ▬▬ ▬▬▬▬ ▬ ▬▬▬▬▬ ▬▬▬ ▬▬ ▬▬▬▬ ▬ ▬▬▬▬▬ ▬▬▬ ▬▬ ▬▬▬▬ ▬ ▬▬▬▬▬ ▬▬▬ ▬▬ ▬▬▬▬ ▬ ▬▬▬▬▬ ▬▬▬ ▬▬ ▬▬▬▬ ▬ ▬▬▬▬▬ ▬▬▬ ▬▬ ▬▬▬▬ ▬ ▬▬▬▬▬ ▬▬▬ ▬▬ ▬▬▬▬ ▬ ▬▬▬▬▬ ▬▬▬ ▬▬ ▬▬▬▬ ▬ ▬▬▬▬▬ ▬▬▬ ▬▬ ▬▬▬▬ ▬ ▬▬▬▬▬ ▬▬▬ ▬▬ ▬▬▬▬ ▬ ▬▬▬▬▬ ▬▬▬ ▬▬ ▬▬▬▬ ▬ ▬▬▬▬▬ ▬▬▬ ▬▬ ▬▬▬▬ ▬ ▬▬▬▬▬ ▬▬▬ ▬▬ ▬▬▬▬ ▬ ▬▬▬▬▬ ▬▬▬ ▬▬ ▬▬▬▬ ▬ ▬▬▬▬▬ ▬▬▬ ▬▬ ▬▬▬▬ ▬ ▬▬▬▬▬ ▬▬▬ ▬▬ ▬▬▬▬ ▬ ▬▬▬▬▬ ▬▬▬ ▬▬ ▬▬▬▬ ▬ ▬▬▬▬▬ ▬▬▬ ▬▬ ▬▬▬▬ ▬ ▬▬▬▬▬ ▬▬▬ ▬▬ ▬▬▬▬ ▬ ▬▬▬▬▬ ▬▬▬ ▬▬ ▬▬▬▬ ▬ ▬▬▬▬▬ ▬▬▬ ▬▬ ▬▬▬▬ ▬ ▬▬▬▬▬ ▬▬▬ ▬▬ ▬▬▬▬ ▬ ▬▬▬▬▬ ▬▬▬ ▬▬ ▬▬▬▬ ▬ ▬▬▬▬▬ ▬▬▬ ▬▬ ▬▬▬▬ ▬ ▬▬▬▬▬ ▬▬▬ ▬▬ ▬▬▬▬ ▬ ▬▬▬▬▬ ▬▬▬ ▬▬ ▬▬▬▬ ▬ ▬▬▬▬▬ ▬▬▬ ▬▬ ▬▬▬▬ ▬ ▬▬▬▬▬ ▬▬▬ ▬▬ ▬▬▬▬ ▬ ▬▬▬▬▬ ▬▬▬ ▬▬ ▬▬▬▬ ▬ ▬▬▬▬▬ ▬▬▬ ▬▬ ▬▬▬▬ ▬ ▬▬▬▬▬ ▬▬▬ ▬▬ ▬▬▬▬ ▬ ▬▬▬▬▬ ▬▬▬ ▬▬ ▬▬▬▬ ▬ ▬▬▬▬▬ ▬▬▬ ▬▬ ▬▬▬▬ ▬ ▬▬▬▬▬ ▬▬▬ ▬▬ ▬▬▬▬ ▬ ▬▬▬▬▬ ▬▬▬ ▬▬ ▬▬▬▬ ▬ ▬▬▬▬▬ ▬▬▬ ▬▬ ▬▬▬▬ ▬ ▬▬▬▬▬ ▬▬▬ ▬▬ ▬▬▬▬ ▬ ▬▬▬▬▬ ▬▬▬ ▬▬ ▬▬▬▬ ▬ ▬▬▬▬▬ ▬▬▬ ▬▬ ▬▬▬▬ ▬ ▬▬▬▬▬ ▬▬▬ ▬▬ ▬▬▬▬ ▬ ▬▬▬▬▬ ▬▬▬ ▬▬ ▬▬▬▬ ▬ ▬▬▬▬▬ ▬▬▬ ▬▬ ▬▬▬▬ ▬ ▬▬▬▬▬ ▬▬▬ ▬▬ ▬▬▬▬ ▬ ▬▬▬▬▬ ▬▬▬ ▬▬ ▬▬▬▬ ▬ ▬▬▬▬▬ ▬▬▬ ▬▬ ▬▬▬▬ ▬ ▬▬▬▬▬ ▬▬▬ ▬▬ ▬▬▬▬ ▬ ▬▬▬▬▬ ▬▬▬ ▬▬ ▬▬▬▬ ▬ ▬▬▬▬▬ ▬▬▬ ▬▬ ▬▬▬▬ ▬ ▬▬▬▬▬ ▬▬▬ ▬▬ ▬▬▬▬ ▬ ▬▬▬▬▬ ▬▬▬ ▬▬ ▬▬▬▬ ▬ ▬▬▬▬▬ ▬▬▬ ▬▬ ▬▬▬▬ ▬ ▬▬▬▬▬ ▬▬▬ ▬▬ ▬▬▬▬ ▬ ▬▬▬▬▬ ▬▬▬ ▬▬ ▬▬▬▬ ▬ ▬▬▬▬▬ ▬▬▬ ▬▬ ▬▬▬▬ ▬ ▬▬▬▬▬ ▬▬▬ ▬▬ ▬▬▬▬ ▬ ▬▬▬▬▬ ▬▬▬ ▬▬ ▬▬▬▬ ▬ ▬▬▬▬▬ ▬▬▬ ▬▬ ▬▬▬▬ ▬ ▬▬▬▬▬: [145, 1843, 277, 2120]
- divider: [819, 254, 983, 255]
- section-heading: NO SPECIAL CREDIT CLAIMED.: [27, 1617, 121, 1624]
- subhead: THE MANAWATU PLATE.: [312, 780, 374, 787]
- subhead: TARANAKI v. AUCKLAND.: [310, 1242, 376, 1248]
- ad-text: How Mr. McKenzie saved £14: [1005, 1033, 1095, 1042]
- divider: [547, 629, 667, 630]
- subhead: BROWN SHIELD MATCH.: [311, 1460, 375, 1467]
- ad-text: ARE THE NEAREST APPROACH TO PERFECTION YET ATTAINED: [821, 959, 981, 966]
- subhead: METROPOLITAN UNION DEFEATED.: [297, 65, 389, 72]
- ad-heading: POTATOES: [727, 1163, 759, 1170]
- divider: [10, 89, 138, 90]
- ad-text: ▬▬▬ ▬▬ ▬▬▬▬ ▬ ▬▬▬▬▬ ▬▬▬ ▬▬ ▬▬▬▬ ▬ ▬▬▬▬▬ ▬▬▬ ▬▬ ▬▬▬▬ ▬ ▬▬▬▬▬ ▬▬▬ ▬▬ ▬▬▬▬ ▬ ▬▬▬▬▬ ▬▬▬ ▬▬ ▬▬▬▬ ▬ ▬▬▬▬▬ ▬▬▬ ▬▬ ▬▬▬▬ ▬ ▬▬▬▬▬ ▬▬▬ ▬▬ ▬▬▬▬ ▬ ▬▬▬▬▬ ▬▬▬ ▬▬ ▬▬▬▬ ▬ ▬▬▬▬▬ ▬▬▬ ▬▬ ▬▬▬▬ ▬ ▬▬▬▬▬ ▬▬▬ ▬▬ ▬▬▬▬ ▬ ▬▬▬▬▬ ▬▬▬ ▬▬ ▬▬▬▬ ▬ ▬▬▬▬▬ ▬▬▬ ▬▬ ▬▬▬▬ ▬ ▬▬▬▬▬ ▬▬▬ ▬▬ ▬▬▬▬ ▬ ▬▬▬▬▬ ▬▬▬ ▬▬ ▬▬▬▬ ▬ ▬▬▬▬▬ ▬▬▬ ▬▬ ▬▬▬▬ ▬ ▬▬▬▬▬ ▬▬▬ ▬▬ ▬▬▬▬ ▬ ▬▬▬▬▬ ▬▬▬ ▬▬ ▬▬▬▬ ▬ ▬▬▬▬▬ ▬▬▬ ▬▬ ▬▬▬▬ ▬ ▬▬▬▬▬ ▬▬▬ ▬▬ ▬▬▬▬ ▬ ▬▬▬▬▬ ▬▬▬ ▬▬ ▬▬▬▬ ▬ ▬▬▬▬▬ ▬▬▬ ▬▬ ▬▬▬▬ ▬ ▬▬▬▬▬ ▬▬▬ ▬▬ ▬▬▬▬ ▬ ▬▬▬▬▬ ▬▬▬ ▬▬ ▬▬▬▬ ▬ ▬▬▬▬▬ ▬▬▬ ▬▬ ▬▬▬▬ ▬ ▬▬▬▬▬ ▬▬▬ ▬▬ ▬▬▬▬ ▬ ▬▬▬▬▬ ▬▬▬ ▬▬ ▬▬▬▬ ▬ ▬▬▬▬▬ ▬▬▬ ▬▬ ▬▬▬▬ ▬ ▬▬▬▬▬ ▬▬▬ ▬▬ ▬▬▬▬ ▬ ▬▬▬▬▬ ▬▬▬ ▬▬ ▬▬▬▬ ▬ ▬▬▬▬▬ ▬▬▬ ▬▬ ▬▬▬▬ ▬ ▬▬▬▬▬ ▬▬▬ ▬▬ ▬▬▬▬ ▬ ▬▬▬▬▬ ▬▬▬ ▬▬ ▬▬▬▬ ▬ ▬▬▬▬▬ ▬▬▬ ▬▬ ▬▬▬▬ ▬ ▬▬▬▬▬ ▬▬▬ ▬▬ ▬▬▬▬ ▬ ▬▬▬▬▬ ▬▬▬ ▬▬ ▬▬▬▬ ▬ ▬▬▬▬▬ ▬▬▬ ▬▬ ▬▬▬▬ ▬ ▬▬▬▬▬ ▬▬▬ ▬▬ ▬▬▬▬ ▬ ▬▬▬▬▬ ▬▬▬ ▬▬ ▬▬▬▬ ▬ ▬▬▬▬▬ ▬▬▬ ▬▬ ▬▬▬▬ ▬ ▬▬▬▬▬ ▬▬▬ ▬▬ ▬▬▬▬ ▬ ▬▬▬▬▬ ▬▬▬ ▬▬ ▬▬▬▬ ▬ ▬▬▬▬▬ ▬▬▬ ▬▬ ▬▬▬▬ ▬ ▬▬▬▬▬ ▬▬▬ ▬▬ ▬▬▬▬ ▬ ▬▬▬▬▬ ▬▬▬ ▬▬ ▬▬▬▬ ▬ ▬▬▬▬▬ ▬▬▬ ▬▬ ▬▬▬▬ ▬ ▬▬▬▬▬ ▬▬▬ ▬▬ ▬▬▬▬ ▬ ▬▬▬▬▬ ▬▬▬ ▬▬ ▬▬▬▬ ▬ ▬▬▬▬▬ ▬▬▬ ▬▬ ▬▬▬▬ ▬ ▬▬▬▬▬ ▬▬▬ ▬▬ ▬▬▬▬ ▬ ▬▬▬▬▬ ▬▬▬ ▬▬ ▬▬▬▬ ▬ ▬▬▬▬▬ ▬▬▬ ▬▬ ▬▬▬▬ ▬ ▬▬▬▬▬ ▬▬▬ ▬▬ ▬▬▬▬ ▬ ▬▬▬▬▬ ▬▬▬ ▬▬ ▬▬▬▬ ▬ ▬▬▬▬▬ ▬▬▬ ▬▬ ▬▬▬▬ ▬ ▬▬▬▬▬ ▬▬▬ ▬▬ ▬▬▬▬ ▬ ▬▬▬▬▬ ▬▬▬ ▬▬ ▬▬▬▬ ▬ ▬▬▬▬▬ ▬▬▬ ▬▬ ▬▬▬▬ ▬ ▬▬▬▬▬ ▬▬▬ ▬▬ ▬▬▬▬ ▬ ▬▬▬▬▬ ▬▬▬ ▬▬ ▬▬▬▬ ▬ ▬▬▬▬▬ ▬▬▬ ▬▬ ▬▬▬▬ ▬ ▬▬▬▬▬ ▬▬▬ ▬▬ ▬▬▬▬ ▬ ▬▬▬▬▬ ▬▬▬ ▬▬ ▬▬▬▬ ▬ ▬▬▬▬▬ ▬▬▬ ▬▬ ▬▬▬▬ ▬ ▬▬▬▬▬ ▬▬▬ ▬▬ ▬▬▬▬ ▬ ▬▬▬▬▬ ▬▬▬ ▬▬ ▬▬▬▬ ▬ ▬▬▬▬▬: [541, 60, 673, 317]
- divider: [415, 155, 535, 156]
- ad-subtitle: THE WELLINGTON MEAT EXPORT CO., LTD.: [688, 196, 798, 202]
- ad-trial: FREE TRIAL: [441, 1405, 509, 1418]
- subhead: BULLER v. ELLESMERE.: [313, 398, 373, 405]
- ad-headline: FOR CASH: [862, 282, 940, 298]
- classified-ad: WANTED TO SELL—Encyclopaedia Britannica in half-morocco.: [989, 584, 1111, 597]
- ad-text: ▬▬▬ ▬▬ ▬▬▬▬ ▬ ▬▬▬▬▬ ▬▬▬ ▬▬ ▬▬▬▬ ▬ ▬▬▬▬▬ ▬▬▬ ▬▬ ▬▬▬▬ ▬ ▬▬▬▬▬ ▬▬▬ ▬▬ ▬▬▬▬ ▬ ▬▬▬▬▬ ▬▬▬ ▬▬ ▬▬▬▬ ▬ ▬▬▬▬▬: [989, 409, 1111, 435]
- classified-ad: BALL PROGRAMMES and INVITATION CARDS—A large consignment just arrived.: [989, 794, 1111, 808]
- ad-text: DEVON STREET ONLY: [857, 452, 945, 461]
- subhead: Stratford.: [732, 944, 754, 951]
- classified-ad: TO LET, Rooms and Rooms.: [995, 719, 1058, 726]
- article-text: ▬▬▬ ▬▬ ▬▬▬▬ ▬ ▬▬▬▬▬ ▬▬▬ ▬▬ ▬▬▬▬ ▬ ▬▬▬▬▬ ▬▬▬ ▬▬ ▬▬▬▬ ▬ ▬▬▬▬▬ ▬▬▬ ▬▬ ▬▬▬▬ ▬ ▬▬▬▬▬ ▬▬▬ ▬▬ ▬▬▬▬ ▬ ▬▬▬▬▬ ▬▬▬ ▬▬ ▬▬▬▬ ▬ ▬▬▬▬▬ ▬▬▬ ▬▬ ▬▬▬▬ ▬ ▬▬▬▬▬ ▬▬▬ ▬▬ ▬▬▬▬ ▬ ▬▬▬▬▬ ▬▬▬ ▬▬ ▬▬▬▬ ▬ ▬▬▬▬▬ ▬▬▬ ▬▬ ▬▬▬▬ ▬ ▬▬▬▬▬ ▬▬▬ ▬▬ ▬▬▬▬ ▬ ▬▬▬▬▬ ▬▬▬ ▬▬ ▬▬▬▬ ▬ ▬▬▬▬▬ ▬▬▬ ▬▬ ▬▬▬▬ ▬ ▬▬▬▬▬ ▬▬▬ ▬▬ ▬▬▬▬ ▬ ▬▬▬▬▬ ▬▬▬ ▬▬ ▬▬▬▬ ▬ ▬▬▬▬▬ ▬▬▬ ▬▬ ▬▬▬▬ ▬ ▬▬▬▬▬ ▬▬▬ ▬▬ ▬▬▬▬ ▬ ▬▬▬▬▬ ▬▬▬ ▬▬ ▬▬▬▬ ▬ ▬▬▬▬▬ ▬▬▬ ▬▬ ▬▬▬▬ ▬ ▬▬▬▬▬ ▬▬▬ ▬▬ ▬▬▬▬ ▬ ▬▬▬▬▬ ▬▬▬ ▬▬ ▬▬▬▬ ▬ ▬▬▬▬▬ ▬▬▬ ▬▬ ▬▬▬▬ ▬ ▬▬▬▬▬ ▬▬▬ ▬▬ ▬▬▬▬ ▬ ▬▬▬▬▬ ▬▬▬ ▬▬ ▬▬▬▬ ▬ ▬▬▬▬▬ ▬▬▬ ▬▬ ▬▬▬▬ ▬ ▬▬▬▬▬ ▬▬▬ ▬▬ ▬▬▬▬ ▬ ▬▬▬▬▬ ▬▬▬ ▬▬ ▬▬▬▬ ▬ ▬▬▬▬▬ ▬▬▬ ▬▬ ▬▬▬▬ ▬ ▬▬▬▬▬ ▬▬▬ ▬▬ ▬▬▬▬ ▬ ▬▬▬▬▬ ▬▬▬ ▬▬ ▬▬▬▬ ▬ ▬▬▬▬▬ ▬▬▬ ▬▬ ▬▬▬▬ ▬ ▬▬▬▬▬ ▬▬▬ ▬▬ ▬▬▬▬ ▬ ▬▬▬▬▬ ▬▬▬ ▬▬ ▬▬▬▬ ▬ ▬▬▬▬▬ ▬▬▬ ▬▬ ▬▬▬▬ ▬ ▬▬▬▬▬ ▬▬▬ ▬▬ ▬▬▬▬ ▬ ▬▬▬▬▬: [409, 178, 541, 316]
- subhead: NELSON v. MARLBOROUGH.: [307, 545, 379, 552]
- subhead: THE AUCKLAND TEAM.: [445, 568, 505, 575]
- ad-heading: HAWERA COUNTY COUNCIL.: [564, 634, 650, 641]
- ad-title: SYKES'S: [1015, 980, 1085, 999]
- article-text: ▬▬▬ ▬▬ ▬▬▬▬ ▬ ▬▬▬▬▬ ▬▬▬ ▬▬ ▬▬▬▬ ▬ ▬▬▬▬▬ ▬▬▬ ▬▬ ▬▬▬▬ ▬ ▬▬▬▬▬ ▬▬▬ ▬▬ ▬▬▬▬ ▬ ▬▬▬▬▬ ▬▬▬ ▬▬ ▬▬▬▬ ▬ ▬▬▬▬▬ ▬▬▬ ▬▬ ▬▬▬▬ ▬ ▬▬▬▬▬ ▬▬▬ ▬▬ ▬▬▬▬ ▬ ▬▬▬▬▬ ▬▬▬ ▬▬ ▬▬▬▬ ▬ ▬▬▬▬▬ ▬▬▬ ▬▬ ▬▬▬▬ ▬ ▬▬▬▬▬ ▬▬▬ ▬▬ ▬▬▬▬ ▬ ▬▬▬▬▬ ▬▬▬ ▬▬ ▬▬▬▬ ▬ ▬▬▬▬▬ ▬▬▬ ▬▬ ▬▬▬▬ ▬ ▬▬▬▬▬ ▬▬▬ ▬▬ ▬▬▬▬ ▬ ▬▬▬▬▬ ▬▬▬ ▬▬ ▬▬▬▬ ▬ ▬▬▬▬▬ ▬▬▬ ▬▬ ▬▬▬▬ ▬ ▬▬▬▬▬ ▬▬▬ ▬▬ ▬▬▬▬ ▬ ▬▬▬▬▬ ▬▬▬ ▬▬ ▬▬▬▬ ▬ ▬▬▬▬▬ ▬▬▬ ▬▬ ▬▬▬▬ ▬ ▬▬▬▬▬ ▬▬▬ ▬▬ ▬▬▬▬ ▬ ▬▬▬▬▬ ▬▬▬ ▬▬ ▬▬▬▬ ▬ ▬▬▬▬▬ ▬▬▬ ▬▬ ▬▬▬▬ ▬ ▬▬▬▬▬ ▬▬▬ ▬▬ ▬▬▬▬ ▬ ▬▬▬▬▬ ▬▬▬ ▬▬ ▬▬▬▬ ▬ ▬▬▬▬▬ ▬▬▬ ▬▬ ▬▬▬▬ ▬ ▬▬▬▬▬ ▬▬▬ ▬▬ ▬▬▬▬ ▬ ▬▬▬▬▬ ▬▬▬ ▬▬ ▬▬▬▬ ▬ ▬▬▬▬▬ ▬▬▬ ▬▬ ▬▬▬▬ ▬ ▬▬▬▬▬ ▬▬▬ ▬▬ ▬▬▬▬ ▬ ▬▬▬▬▬ ▬▬▬ ▬▬ ▬▬▬▬ ▬ ▬▬▬▬▬ ▬▬▬ ▬▬ ▬▬▬▬ ▬ ▬▬▬▬▬ ▬▬▬ ▬▬ ▬▬▬▬ ▬ ▬▬▬▬▬ ▬▬▬ ▬▬ ▬▬▬▬ ▬ ▬▬▬▬▬ ▬▬▬ ▬▬ ▬▬▬▬ ▬ ▬▬▬▬▬ ▬▬▬ ▬▬ ▬▬▬▬ ▬ ▬▬▬▬▬ ▬▬▬ ▬▬ ▬▬▬▬ ▬ ▬▬▬▬▬ ▬▬▬ ▬▬ ▬▬▬▬ ▬ ▬▬▬▬▬ ▬▬▬ ▬▬ ▬▬▬▬ ▬ ▬▬▬▬▬ ▬▬▬ ▬▬ ▬▬▬▬ ▬ ▬▬▬▬▬ ▬▬▬ ▬▬ ▬▬▬▬ ▬ ▬▬▬▬▬ ▬▬▬ ▬▬ ▬▬▬▬ ▬ ▬▬▬▬▬ ▬▬▬ ▬▬ ▬▬▬▬ ▬ ▬▬▬▬▬ ▬▬▬ ▬▬ ▬▬▬▬ ▬ ▬▬▬▬▬ ▬▬▬ ▬▬ ▬▬▬▬ ▬ ▬▬▬▬▬ ▬▬▬ ▬▬ ▬▬▬▬ ▬ ▬▬▬▬▬ ▬▬▬ ▬▬ ▬▬▬▬ ▬ ▬▬▬▬▬ ▬▬▬ ▬▬ ▬▬▬▬ ▬ ▬▬▬▬▬ ▬▬▬ ▬▬ ▬▬▬▬ ▬ ▬▬▬▬▬ ▬▬▬ ▬▬ ▬▬▬▬ ▬ ▬▬▬▬▬ ▬▬▬ ▬▬ ▬▬▬▬ ▬ ▬▬▬▬▬ ▬▬▬ ▬▬ ▬▬▬▬ ▬ ▬▬▬▬▬: [4, 1415, 144, 1613]
- subhead: THEATRE ROYAL.: [584, 45, 630, 51]
- subhead: WELLINGTON MATCHES.: [311, 888, 375, 895]
- ad-text: ▬▬▬ ▬▬ ▬▬▬▬ ▬ ▬▬▬▬▬ ▬▬▬ ▬▬ ▬▬▬▬ ▬ ▬▬▬▬▬ ▬▬▬ ▬▬ ▬▬▬▬ ▬ ▬▬▬▬▬ ▬▬▬ ▬▬ ▬▬▬▬ ▬ ▬▬▬▬▬ ▬▬▬ ▬▬ ▬▬▬▬ ▬ ▬▬▬▬▬ ▬▬▬ ▬▬ ▬▬▬▬ ▬ ▬▬▬▬▬ ▬▬▬ ▬▬ ▬▬▬▬ ▬ ▬▬▬▬▬ ▬▬▬ ▬▬ ▬▬▬▬ ▬ ▬▬▬▬▬ ▬▬▬ ▬▬ ▬▬▬▬ ▬ ▬▬▬▬▬ ▬▬▬ ▬▬ ▬▬▬▬ ▬ ▬▬▬▬▬ ▬▬▬ ▬▬ ▬▬▬▬ ▬ ▬▬▬▬▬ ▬▬▬ ▬▬ ▬▬▬▬ ▬ ▬▬▬▬▬ ▬▬▬ ▬▬ ▬▬▬▬ ▬ ▬▬▬▬▬ ▬▬▬ ▬▬ ▬▬▬▬ ▬ ▬▬▬▬▬ ▬▬▬ ▬▬ ▬▬▬▬ ▬ ▬▬▬▬▬ ▬▬▬ ▬▬ ▬▬▬▬ ▬ ▬▬▬▬▬ ▬▬▬ ▬▬ ▬▬▬▬ ▬ ▬▬▬▬▬ ▬▬▬ ▬▬ ▬▬▬▬ ▬ ▬▬▬▬▬ ▬▬▬ ▬▬ ▬▬▬▬ ▬ ▬▬▬▬▬ ▬▬▬ ▬▬ ▬▬▬▬ ▬ ▬▬▬▬▬ ▬▬▬ ▬▬ ▬▬▬▬ ▬ ▬▬▬▬▬ ▬▬▬ ▬▬ ▬▬▬▬ ▬ ▬▬▬▬▬ ▬▬▬ ▬▬ ▬▬▬▬ ▬ ▬▬▬▬▬ ▬▬▬ ▬▬ ▬▬▬▬ ▬ ▬▬▬▬▬ ▬▬▬ ▬▬ ▬▬▬▬ ▬ ▬▬▬▬▬ ▬▬▬ ▬▬ ▬▬▬▬ ▬ ▬▬▬▬▬ ▬▬▬ ▬▬ ▬▬▬▬ ▬ ▬▬▬▬▬ ▬▬▬ ▬▬ ▬▬▬▬ ▬ ▬▬▬▬▬ ▬▬▬ ▬▬ ▬▬▬▬ ▬ ▬▬▬▬▬ ▬▬▬ ▬▬ ▬▬▬▬ ▬ ▬▬▬▬▬ ▬▬▬ ▬▬ ▬▬▬▬ ▬ ▬▬▬▬▬ ▬▬▬ ▬▬ ▬▬▬▬ ▬ ▬▬▬▬▬ ▬▬▬ ▬▬ ▬▬▬▬ ▬ ▬▬▬▬▬ ▬▬▬ ▬▬ ▬▬▬▬ ▬ ▬▬▬▬▬ ▬▬▬ ▬▬ ▬▬▬▬ ▬ ▬▬▬▬▬ ▬▬▬ ▬▬ ▬▬▬▬ ▬ ▬▬▬▬▬ ▬▬▬ ▬▬ ▬▬▬▬ ▬ ▬▬▬▬▬ ▬▬▬ ▬▬ ▬▬▬▬ ▬ ▬▬▬▬▬ ▬▬▬ ▬▬ ▬▬▬▬ ▬ ▬▬▬▬▬ ▬▬▬ ▬▬ ▬▬▬▬ ▬ ▬▬▬▬▬ ▬▬▬ ▬▬ ▬▬▬▬ ▬ ▬▬▬▬▬ ▬▬▬ ▬▬ ▬▬▬▬ ▬ ▬▬▬▬▬ ▬▬▬ ▬▬ ▬▬▬▬ ▬ ▬▬▬▬▬ ▬▬▬ ▬▬ ▬▬▬▬ ▬ ▬▬▬▬▬ ▬▬▬ ▬▬ ▬▬▬▬ ▬ ▬▬▬▬▬ ▬▬▬ ▬▬ ▬▬▬▬ ▬ ▬▬▬▬▬ ▬▬▬ ▬▬ ▬▬▬▬ ▬ ▬▬▬▬▬ ▬▬▬ ▬▬ ▬▬▬▬ ▬ ▬▬▬▬▬ ▬▬▬ ▬▬ ▬▬▬▬ ▬ ▬▬▬▬▬ ▬▬▬ ▬▬ ▬▬▬▬ ▬ ▬▬▬▬▬ ▬▬▬ ▬▬ ▬▬▬▬ ▬ ▬▬▬▬▬ ▬▬▬ ▬▬ ▬▬▬▬ ▬ ▬▬▬▬▬ ▬▬▬ ▬▬ ▬▬▬▬ ▬ ▬▬▬▬▬ ▬▬▬ ▬▬ ▬▬▬▬ ▬ ▬▬▬▬▬ ▬▬▬ ▬▬ ▬▬▬▬ ▬ ▬▬▬▬▬ ▬▬▬ ▬▬ ▬▬▬▬ ▬ ▬▬▬▬▬ ▬▬▬ ▬▬ ▬▬▬▬ ▬ ▬▬▬▬▬ ▬▬▬ ▬▬ ▬▬▬▬ ▬ ▬▬▬▬▬ ▬▬▬ ▬▬ ▬▬▬▬ ▬ ▬▬▬▬▬ ▬▬▬ ▬▬ ▬▬▬▬ ▬ ▬▬▬▬▬ ▬▬▬ ▬▬ ▬▬▬▬ ▬ ▬▬▬▬▬ ▬▬▬ ▬▬ ▬▬▬▬ ▬ ▬▬▬▬▬ ▬▬▬ ▬▬ ▬▬▬▬ ▬ ▬▬▬▬▬ ▬▬▬ ▬▬ ▬▬▬▬ ▬ ▬▬▬▬▬ ▬▬▬ ▬▬ ▬▬▬▬ ▬ ▬▬▬▬▬: [541, 995, 673, 1252]
- ad-text: ▬▬▬ ▬▬ ▬▬▬▬ ▬ ▬▬▬▬▬ ▬▬▬ ▬▬ ▬▬▬▬ ▬ ▬▬▬▬▬ ▬▬▬ ▬▬ ▬▬▬▬ ▬ ▬▬▬▬▬ ▬▬▬ ▬▬ ▬▬▬▬ ▬ ▬▬▬▬▬ ▬▬▬ ▬▬ ▬▬▬▬ ▬ ▬▬▬▬▬ ▬▬▬ ▬▬ ▬▬▬▬ ▬ ▬▬▬▬▬ ▬▬▬ ▬▬ ▬▬▬▬ ▬ ▬▬▬▬▬ ▬▬▬ ▬▬ ▬▬▬▬ ▬ ▬▬▬▬▬ ▬▬▬ ▬▬ ▬▬▬▬ ▬ ▬▬▬▬▬ ▬▬▬ ▬▬ ▬▬▬▬ ▬ ▬▬▬▬▬ ▬▬▬ ▬▬ ▬▬▬▬ ▬ ▬▬▬▬▬ ▬▬▬ ▬▬ ▬▬▬▬ ▬ ▬▬▬▬▬ ▬▬▬ ▬▬ ▬▬▬▬ ▬ ▬▬▬▬▬ ▬▬▬ ▬▬ ▬▬▬▬ ▬ ▬▬▬▬▬ ▬▬▬ ▬▬ ▬▬▬▬ ▬ ▬▬▬▬▬ ▬▬▬ ▬▬ ▬▬▬▬ ▬ ▬▬▬▬▬ ▬▬▬ ▬▬ ▬▬▬▬ ▬ ▬▬▬▬▬ ▬▬▬ ▬▬ ▬▬▬▬ ▬ ▬▬▬▬▬ ▬▬▬ ▬▬ ▬▬▬▬ ▬ ▬▬▬▬▬ ▬▬▬ ▬▬ ▬▬▬▬ ▬ ▬▬▬▬▬ ▬▬▬ ▬▬ ▬▬▬▬ ▬ ▬▬▬▬▬ ▬▬▬ ▬▬ ▬▬▬▬ ▬ ▬▬▬▬▬ ▬▬▬ ▬▬ ▬▬▬▬ ▬ ▬▬▬▬▬ ▬▬▬ ▬▬ ▬▬▬▬ ▬ ▬▬▬▬▬ ▬▬▬ ▬▬ ▬▬▬▬ ▬ ▬▬▬▬▬ ▬▬▬ ▬▬ ▬▬▬▬ ▬ ▬▬▬▬▬ ▬▬▬ ▬▬ ▬▬▬▬ ▬ ▬▬▬▬▬ ▬▬▬ ▬▬ ▬▬▬▬ ▬ ▬▬▬▬▬ ▬▬▬ ▬▬ ▬▬▬▬ ▬ ▬▬▬▬▬ ▬▬▬ ▬▬ ▬▬▬▬ ▬ ▬▬▬▬▬ ▬▬▬ ▬▬ ▬▬▬▬ ▬ ▬▬▬▬▬ ▬▬▬ ▬▬ ▬▬▬▬ ▬ ▬▬▬▬▬ ▬▬▬ ▬▬ ▬▬▬▬ ▬ ▬▬▬▬▬ ▬▬▬ ▬▬ ▬▬▬▬ ▬ ▬▬▬▬▬ ▬▬▬ ▬▬ ▬▬▬▬ ▬ ▬▬▬▬▬ ▬▬▬ ▬▬ ▬▬▬▬ ▬ ▬▬▬▬▬ ▬▬▬ ▬▬ ▬▬▬▬ ▬ ▬▬▬▬▬ ▬▬▬ ▬▬ ▬▬▬▬ ▬ ▬▬▬▬▬ ▬▬▬ ▬▬ ▬▬▬▬ ▬ ▬▬▬▬▬ ▬▬▬ ▬▬ ▬▬▬▬ ▬ ▬▬▬▬▬ ▬▬▬ ▬▬ ▬▬▬▬ ▬ ▬▬▬▬▬ ▬▬▬ ▬▬ ▬▬▬▬ ▬ ▬▬▬▬▬ ▬▬▬ ▬▬ ▬▬▬▬ ▬ ▬▬▬▬▬ ▬▬▬ ▬▬ ▬▬▬▬ ▬ ▬▬▬▬▬ ▬▬▬ ▬▬ ▬▬▬▬ ▬ ▬▬▬▬▬: [541, 351, 673, 529]
- section-heading: FOOTBALL.: [322, 34, 364, 42]
- classified-ad: FANCY Goods at half price and under at Amberg's Great Slaughter Sale.: [989, 444, 1111, 457]
- article-text: ▬▬▬ ▬▬ ▬▬▬▬ ▬ ▬▬▬▬▬ ▬▬▬ ▬▬ ▬▬▬▬ ▬ ▬▬▬▬▬ ▬▬▬ ▬▬ ▬▬▬▬ ▬ ▬▬▬▬▬ ▬▬▬ ▬▬ ▬▬▬▬ ▬ ▬▬▬▬▬ ▬▬▬ ▬▬ ▬▬▬▬ ▬ ▬▬▬▬▬ ▬▬▬ ▬▬ ▬▬▬▬ ▬ ▬▬▬▬▬ ▬▬▬ ▬▬ ▬▬▬▬ ▬ ▬▬▬▬▬ ▬▬▬ ▬▬ ▬▬▬▬ ▬ ▬▬▬▬▬ ▬▬▬ ▬▬ ▬▬▬▬ ▬ ▬▬▬▬▬ ▬▬▬ ▬▬ ▬▬▬▬ ▬ ▬▬▬▬▬ ▬▬▬ ▬▬ ▬▬▬▬ ▬ ▬▬▬▬▬ ▬▬▬ ▬▬ ▬▬▬▬ ▬ ▬▬▬▬▬ ▬▬▬ ▬▬ ▬▬▬▬ ▬ ▬▬▬▬▬ ▬▬▬ ▬▬ ▬▬▬▬ ▬ ▬▬▬▬▬ ▬▬▬ ▬▬ ▬▬▬▬ ▬ ▬▬▬▬▬ ▬▬▬ ▬▬ ▬▬▬▬ ▬ ▬▬▬▬▬ ▬▬▬ ▬▬ ▬▬▬▬ ▬ ▬▬▬▬▬ ▬▬▬ ▬▬ ▬▬▬▬ ▬ ▬▬▬▬▬ ▬▬▬ ▬▬ ▬▬▬▬ ▬ ▬▬▬▬▬ ▬▬▬ ▬▬ ▬▬▬▬ ▬ ▬▬▬▬▬ ▬▬▬ ▬▬ ▬▬▬▬ ▬ ▬▬▬▬▬ ▬▬▬ ▬▬ ▬▬▬▬ ▬ ▬▬▬▬▬ ▬▬▬ ▬▬ ▬▬▬▬ ▬ ▬▬▬▬▬ ▬▬▬ ▬▬ ▬▬▬▬ ▬ ▬▬▬▬▬ ▬▬▬ ▬▬ ▬▬▬▬ ▬ ▬▬▬▬▬ ▬▬▬ ▬▬ ▬▬▬▬ ▬ ▬▬▬▬▬ ▬▬▬ ▬▬ ▬▬▬▬ ▬ ▬▬▬▬▬ ▬▬▬ ▬▬ ▬▬▬▬ ▬ ▬▬▬▬▬ ▬▬▬ ▬▬ ▬▬▬▬ ▬ ▬▬▬▬▬ ▬▬▬ ▬▬ ▬▬▬▬ ▬ ▬▬▬▬▬ ▬▬▬ ▬▬ ▬▬▬▬ ▬ ▬▬▬▬▬ ▬▬▬ ▬▬ ▬▬▬▬ ▬ ▬▬▬▬▬ ▬▬▬ ▬▬ ▬▬▬▬ ▬ ▬▬▬▬▬ ▬▬▬ ▬▬ ▬▬▬▬ ▬ ▬▬▬▬▬ ▬▬▬ ▬▬ ▬▬▬▬ ▬ ▬▬▬▬▬ ▬▬▬ ▬▬ ▬▬▬▬ ▬ ▬▬▬▬▬ ▬▬▬ ▬▬ ▬▬▬▬ ▬ ▬▬▬▬▬ ▬▬▬ ▬▬ ▬▬▬▬ ▬ ▬▬▬▬▬ ▬▬▬ ▬▬ ▬▬▬▬ ▬ ▬▬▬▬▬ ▬▬▬ ▬▬ ▬▬▬▬ ▬ ▬▬▬▬▬ ▬▬▬ ▬▬ ▬▬▬▬ ▬ ▬▬▬▬▬ ▬▬▬ ▬▬ ▬▬▬▬ ▬ ▬▬▬▬▬ ▬▬▬ ▬▬ ▬▬▬▬ ▬ ▬▬▬▬▬ ▬▬▬ ▬▬ ▬▬▬▬ ▬ ▬▬▬▬▬ ▬▬▬ ▬▬ ▬▬▬▬ ▬ ▬▬▬▬▬ ▬▬▬ ▬▬ ▬▬▬▬ ▬ ▬▬▬▬▬ ▬▬▬ ▬▬ ▬▬▬▬ ▬ ▬▬▬▬▬ ▬▬▬ ▬▬ ▬▬▬▬ ▬ ▬▬▬▬▬ ▬▬▬ ▬▬ ▬▬▬▬ ▬ ▬▬▬▬▬ ▬▬▬ ▬▬ ▬▬▬▬ ▬ ▬▬▬▬▬ ▬▬▬ ▬▬ ▬▬▬▬ ▬ ▬▬▬▬▬ ▬▬▬ ▬▬ ▬▬▬▬ ▬ ▬▬▬▬▬ ▬▬▬ ▬▬ ▬▬▬▬ ▬ ▬▬▬▬▬ ▬▬▬ ▬▬ ▬▬▬▬ ▬ ▬▬▬▬▬ ▬▬▬ ▬▬ ▬▬▬▬ ▬ ▬▬▬▬▬ ▬▬▬ ▬▬ ▬▬▬▬ ▬ ▬▬▬▬▬ ▬▬▬ ▬▬ ▬▬▬▬ ▬ ▬▬▬▬▬ ▬▬▬ ▬▬ ▬▬▬▬ ▬ ▬▬▬▬▬ ▬▬▬ ▬▬ ▬▬▬▬ ▬ ▬▬▬▬▬ ▬▬▬ ▬▬ ▬▬▬▬ ▬ ▬▬▬▬▬ ▬▬▬ ▬▬ ▬▬▬▬ ▬ ▬▬▬▬▬ ▬▬▬ ▬▬ ▬▬▬▬ ▬ ▬▬▬▬▬ ▬▬▬ ▬▬ ▬▬▬▬ ▬ ▬▬▬▬▬ ▬▬▬ ▬▬ ▬▬▬▬ ▬ ▬▬▬▬▬ ▬▬▬ ▬▬ ▬▬▬▬ ▬ ▬▬▬▬▬ ▬▬▬ ▬▬ ▬▬▬▬ ▬ ▬▬▬▬▬ ▬▬▬ ▬▬ ▬▬▬▬ ▬ ▬▬▬▬▬ ▬▬▬ ▬▬ ▬▬▬▬ ▬ ▬▬▬▬▬ ▬▬▬ ▬▬ ▬▬▬▬ ▬ ▬▬▬▬▬ ▬▬▬ ▬▬ ▬▬▬▬ ▬ ▬▬▬▬▬ ▬▬▬ ▬▬ ▬▬▬▬ ▬ ▬▬▬▬▬ ▬▬▬ ▬▬ ▬▬▬▬ ▬ ▬▬▬▬▬ ▬▬▬ ▬▬ ▬▬▬▬ ▬ ▬▬▬▬▬ ▬▬▬ ▬▬ ▬▬▬▬ ▬ ▬▬▬▬▬ ▬▬▬ ▬▬ ▬▬▬▬ ▬ ▬▬▬▬▬ ▬▬▬ ▬▬ ▬▬▬▬ ▬ ▬▬▬▬▬ ▬▬▬ ▬▬ ▬▬▬▬ ▬ ▬▬▬▬▬ ▬▬▬ ▬▬ ▬▬▬▬ ▬ ▬▬▬▬▬ ▬▬▬ ▬▬ ▬▬▬▬ ▬ ▬▬▬▬▬ ▬▬▬ ▬▬ ▬▬▬▬ ▬ ▬▬▬▬▬ ▬▬▬ ▬▬ ▬▬▬▬ ▬ ▬▬▬▬▬ ▬▬▬ ▬▬ ▬▬▬▬ ▬ ▬▬▬▬▬ ▬▬▬ ▬▬ ▬▬▬▬ ▬ ▬▬▬▬▬ ▬▬▬ ▬▬ ▬▬▬▬ ▬ ▬▬▬▬▬ ▬▬▬ ▬▬ ▬▬▬▬ ▬ ▬▬▬▬▬: [145, 30, 277, 366]
- article-text: ▬▬▬ ▬▬ ▬▬▬▬ ▬ ▬▬▬▬▬ ▬▬▬ ▬▬ ▬▬▬▬ ▬ ▬▬▬▬▬ ▬▬▬ ▬▬ ▬▬▬▬ ▬ ▬▬▬▬▬ ▬▬▬ ▬▬ ▬▬▬▬ ▬ ▬▬▬▬▬ ▬▬▬ ▬▬ ▬▬▬▬ ▬ ▬▬▬▬▬ ▬▬▬ ▬▬ ▬▬▬▬ ▬ ▬▬▬▬▬ ▬▬▬ ▬▬ ▬▬▬▬ ▬ ▬▬▬▬▬ ▬▬▬ ▬▬ ▬▬▬▬ ▬ ▬▬▬▬▬ ▬▬▬ ▬▬ ▬▬▬▬ ▬ ▬▬▬▬▬ ▬▬▬ ▬▬ ▬▬▬▬ ▬ ▬▬▬▬▬ ▬▬▬ ▬▬ ▬▬▬▬ ▬ ▬▬▬▬▬ ▬▬▬ ▬▬ ▬▬▬▬ ▬ ▬▬▬▬▬ ▬▬▬ ▬▬ ▬▬▬▬ ▬ ▬▬▬▬▬ ▬▬▬ ▬▬ ▬▬▬▬ ▬ ▬▬▬▬▬ ▬▬▬ ▬▬ ▬▬▬▬ ▬ ▬▬▬▬▬ ▬▬▬ ▬▬ ▬▬▬▬ ▬ ▬▬▬▬▬ ▬▬▬ ▬▬ ▬▬▬▬ ▬ ▬▬▬▬▬ ▬▬▬ ▬▬ ▬▬▬▬ ▬ ▬▬▬▬▬ ▬▬▬ ▬▬ ▬▬▬▬ ▬ ▬▬▬▬▬ ▬▬▬ ▬▬ ▬▬▬▬ ▬ ▬▬▬▬▬ ▬▬▬ ▬▬ ▬▬▬▬ ▬ ▬▬▬▬▬ ▬▬▬ ▬▬ ▬▬▬▬ ▬ ▬▬▬▬▬ ▬▬▬ ▬▬ ▬▬▬▬ ▬ ▬▬▬▬▬ ▬▬▬ ▬▬ ▬▬▬▬ ▬ ▬▬▬▬▬ ▬▬▬ ▬▬ ▬▬▬▬ ▬ ▬▬▬▬▬ ▬▬▬ ▬▬ ▬▬▬▬ ▬ ▬▬▬▬▬ ▬▬▬ ▬▬ ▬▬▬▬ ▬ ▬▬▬▬▬ ▬▬▬ ▬▬ ▬▬▬▬ ▬ ▬▬▬▬▬ ▬▬▬ ▬▬ ▬▬▬▬ ▬ ▬▬▬▬▬ ▬▬▬ ▬▬ ▬▬▬▬ ▬ ▬▬▬▬▬ ▬▬▬ ▬▬ ▬▬▬▬ ▬ ▬▬▬▬▬ ▬▬▬ ▬▬ ▬▬▬▬ ▬ ▬▬▬▬▬ ▬▬▬ ▬▬ ▬▬▬▬ ▬ ▬▬▬▬▬ ▬▬▬ ▬▬ ▬▬▬▬ ▬ ▬▬▬▬▬ ▬▬▬ ▬▬ ▬▬▬▬ ▬ ▬▬▬▬▬ ▬▬▬ ▬▬ ▬▬▬▬ ▬ ▬▬▬▬▬ ▬▬▬ ▬▬ ▬▬▬▬ ▬ ▬▬▬▬▬ ▬▬▬ ▬▬ ▬▬▬▬ ▬ ▬▬▬▬▬ ▬▬▬ ▬▬ ▬▬▬▬ ▬ ▬▬▬▬▬ ▬▬▬ ▬▬ ▬▬▬▬ ▬ ▬▬▬▬▬ ▬▬▬ ▬▬ ▬▬▬▬ ▬ ▬▬▬▬▬ ▬▬▬ ▬▬ ▬▬▬▬ ▬ ▬▬▬▬▬ ▬▬▬ ▬▬ ▬▬▬▬ ▬ ▬▬▬▬▬ ▬▬▬ ▬▬ ▬▬▬▬ ▬ ▬▬▬▬▬ ▬▬▬ ▬▬ ▬▬▬▬ ▬ ▬▬▬▬▬: [4, 2280, 144, 2458]
- ad-text: FOR: [919, 511, 943, 523]
- section-heading: SPORTING.: [455, 34, 495, 42]
- subhead: WELLINGTON v. CANTERBURY.: [303, 1468, 383, 1475]
- ad-subtitle: LIMITED, MANURE MANUFACTURERS.: [693, 52, 793, 58]
- ad-heading: INGLEWOOD.: [722, 656, 764, 663]
- morey-son-logo: MOREY & SON: [818, 368, 984, 437]
- subhead: THE BRISBANE MEETING.: [442, 443, 508, 450]
- ad-text: TERMS ARRANGED FROM 20s MONTHLY: [849, 1002, 953, 1009]
- ad-text: ▬▬▬ ▬▬ ▬▬▬▬ ▬ ▬▬▬▬▬ ▬▬▬ ▬▬ ▬▬▬▬ ▬ ▬▬▬▬▬ ▬▬▬ ▬▬ ▬▬▬▬ ▬ ▬▬▬▬▬ ▬▬▬ ▬▬ ▬▬▬▬ ▬ ▬▬▬▬▬ ▬▬▬ ▬▬ ▬▬▬▬ ▬ ▬▬▬▬▬ ▬▬▬ ▬▬ ▬▬▬▬ ▬ ▬▬▬▬▬ ▬▬▬ ▬▬ ▬▬▬▬ ▬ ▬▬▬▬▬ ▬▬▬ ▬▬ ▬▬▬▬ ▬ ▬▬▬▬▬ ▬▬▬ ▬▬ ▬▬▬▬ ▬ ▬▬▬▬▬ ▬▬▬ ▬▬ ▬▬▬▬ ▬ ▬▬▬▬▬ ▬▬▬ ▬▬ ▬▬▬▬ ▬ ▬▬▬▬▬ ▬▬▬ ▬▬ ▬▬▬▬ ▬ ▬▬▬▬▬ ▬▬▬ ▬▬ ▬▬▬▬ ▬ ▬▬▬▬▬ ▬▬▬ ▬▬ ▬▬▬▬ ▬ ▬▬▬▬▬ ▬▬▬ ▬▬ ▬▬▬▬ ▬ ▬▬▬▬▬ ▬▬▬ ▬▬ ▬▬▬▬ ▬ ▬▬▬▬▬ ▬▬▬ ▬▬ ▬▬▬▬ ▬ ▬▬▬▬▬ ▬▬▬ ▬▬ ▬▬▬▬ ▬ ▬▬▬▬▬ ▬▬▬ ▬▬ ▬▬▬▬ ▬ ▬▬▬▬▬ ▬▬▬ ▬▬ ▬▬▬▬ ▬ ▬▬▬▬▬ ▬▬▬ ▬▬ ▬▬▬▬ ▬ ▬▬▬▬▬ ▬▬▬ ▬▬ ▬▬▬▬ ▬ ▬▬▬▬▬ ▬▬▬ ▬▬ ▬▬▬▬ ▬ ▬▬▬▬▬ ▬▬▬ ▬▬ ▬▬▬▬ ▬ ▬▬▬▬▬ ▬▬▬ ▬▬ ▬▬▬▬ ▬ ▬▬▬▬▬ ▬▬▬ ▬▬ ▬▬▬▬ ▬ ▬▬▬▬▬ ▬▬▬ ▬▬ ▬▬▬▬ ▬ ▬▬▬▬▬ ▬▬▬ ▬▬ ▬▬▬▬ ▬ ▬▬▬▬▬ ▬▬▬ ▬▬ ▬▬▬▬ ▬ ▬▬▬▬▬ ▬▬▬ ▬▬ ▬▬▬▬ ▬ ▬▬▬▬▬ ▬▬▬ ▬▬ ▬▬▬▬ ▬ ▬▬▬▬▬ ▬▬▬ ▬▬ ▬▬▬▬ ▬ ▬▬▬▬▬ ▬▬▬ ▬▬ ▬▬▬▬ ▬ ▬▬▬▬▬ ▬▬▬ ▬▬ ▬▬▬▬ ▬ ▬▬▬▬▬ ▬▬▬ ▬▬ ▬▬▬▬ ▬ ▬▬▬▬▬ ▬▬▬ ▬▬ ▬▬▬▬ ▬ ▬▬▬▬▬ ▬▬▬ ▬▬ ▬▬▬▬ ▬ ▬▬▬▬▬ ▬▬▬ ▬▬ ▬▬▬▬ ▬ ▬▬▬▬▬ ▬▬▬ ▬▬ ▬▬▬▬ ▬ ▬▬▬▬▬ ▬▬▬ ▬▬ ▬▬▬▬ ▬ ▬▬▬▬▬ ▬▬▬ ▬▬ ▬▬▬▬ ▬ ▬▬▬▬▬ ▬▬▬ ▬▬ ▬▬▬▬ ▬ ▬▬▬▬▬ ▬▬▬ ▬▬ ▬▬▬▬ ▬ ▬▬▬▬▬ ▬▬▬ ▬▬ ▬▬▬▬ ▬ ▬▬▬▬▬ ▬▬▬ ▬▬ ▬▬▬▬ ▬ ▬▬▬▬▬: [541, 1285, 673, 1463]
- article-text: ▬▬▬ ▬▬ ▬▬▬▬ ▬ ▬▬▬▬▬ ▬▬▬ ▬▬ ▬▬▬▬ ▬ ▬▬▬▬▬ ▬▬▬ ▬▬ ▬▬▬▬ ▬ ▬▬▬▬▬ ▬▬▬ ▬▬ ▬▬▬▬ ▬ ▬▬▬▬▬ ▬▬▬ ▬▬ ▬▬▬▬ ▬ ▬▬▬▬▬ ▬▬▬ ▬▬ ▬▬▬▬ ▬ ▬▬▬▬▬ ▬▬▬ ▬▬ ▬▬▬▬ ▬ ▬▬▬▬▬ ▬▬▬ ▬▬ ▬▬▬▬ ▬ ▬▬▬▬▬ ▬▬▬ ▬▬ ▬▬▬▬ ▬ ▬▬▬▬▬ ▬▬▬ ▬▬ ▬▬▬▬ ▬ ▬▬▬▬▬ ▬▬▬ ▬▬ ▬▬▬▬ ▬ ▬▬▬▬▬ ▬▬▬ ▬▬ ▬▬▬▬ ▬ ▬▬▬▬▬ ▬▬▬ ▬▬ ▬▬▬▬ ▬ ▬▬▬▬▬ ▬▬▬ ▬▬ ▬▬▬▬ ▬ ▬▬▬▬▬ ▬▬▬ ▬▬ ▬▬▬▬ ▬ ▬▬▬▬▬ ▬▬▬ ▬▬ ▬▬▬▬ ▬ ▬▬▬▬▬ ▬▬▬ ▬▬ ▬▬▬▬ ▬ ▬▬▬▬▬ ▬▬▬ ▬▬ ▬▬▬▬ ▬ ▬▬▬▬▬ ▬▬▬ ▬▬ ▬▬▬▬ ▬ ▬▬▬▬▬ ▬▬▬ ▬▬ ▬▬▬▬ ▬ ▬▬▬▬▬ ▬▬▬ ▬▬ ▬▬▬▬ ▬ ▬▬▬▬▬ ▬▬▬ ▬▬ ▬▬▬▬ ▬ ▬▬▬▬▬ ▬▬▬ ▬▬ ▬▬▬▬ ▬ ▬▬▬▬▬ ▬▬▬ ▬▬ ▬▬▬▬ ▬ ▬▬▬▬▬ ▬▬▬ ▬▬ ▬▬▬▬ ▬ ▬▬▬▬▬: [145, 1217, 277, 1317]
- ad-text: ▬▬▬ ▬▬ ▬▬▬▬ ▬ ▬▬▬▬▬ ▬▬▬ ▬▬ ▬▬▬▬ ▬ ▬▬▬▬▬ ▬▬▬ ▬▬ ▬▬▬▬ ▬ ▬▬▬▬▬ ▬▬▬ ▬▬ ▬▬▬▬ ▬ ▬▬▬▬▬ ▬▬▬ ▬▬ ▬▬▬▬ ▬ ▬▬▬▬▬ ▬▬▬ ▬▬ ▬▬▬▬ ▬ ▬▬▬▬▬ ▬▬▬ ▬▬ ▬▬▬▬ ▬ ▬▬▬▬▬ ▬▬▬ ▬▬ ▬▬▬▬ ▬ ▬▬▬▬▬ ▬▬▬ ▬▬ ▬▬▬▬ ▬ ▬▬▬▬▬ ▬▬▬ ▬▬ ▬▬▬▬ ▬ ▬▬▬▬▬ ▬▬▬ ▬▬ ▬▬▬▬ ▬ ▬▬▬▬▬ ▬▬▬ ▬▬ ▬▬▬▬ ▬ ▬▬▬▬▬ ▬▬▬ ▬▬ ▬▬▬▬ ▬ ▬▬▬▬▬ ▬▬▬ ▬▬ ▬▬▬▬ ▬ ▬▬▬▬▬ ▬▬▬ ▬▬ ▬▬▬▬ ▬ ▬▬▬▬▬ ▬▬▬ ▬▬ ▬▬▬▬ ▬ ▬▬▬▬▬ ▬▬▬ ▬▬ ▬▬▬▬ ▬ ▬▬▬▬▬ ▬▬▬ ▬▬ ▬▬▬▬ ▬ ▬▬▬▬▬ ▬▬▬ ▬▬ ▬▬▬▬ ▬ ▬▬▬▬▬ ▬▬▬ ▬▬ ▬▬▬▬ ▬ ▬▬▬▬▬ ▬▬▬ ▬▬ ▬▬▬▬ ▬ ▬▬▬▬▬ ▬▬▬ ▬▬ ▬▬▬▬ ▬ ▬▬▬▬▬ ▬▬▬ ▬▬ ▬▬▬▬ ▬ ▬▬▬▬▬ ▬▬▬ ▬▬ ▬▬▬▬ ▬ ▬▬▬▬▬ ▬▬▬ ▬▬ ▬▬▬▬ ▬ ▬▬▬▬▬ ▬▬▬ ▬▬ ▬▬▬▬ ▬ ▬▬▬▬▬ ▬▬▬ ▬▬ ▬▬▬▬ ▬ ▬▬▬▬▬ ▬▬▬ ▬▬ ▬▬▬▬ ▬ ▬▬▬▬▬ ▬▬▬ ▬▬ ▬▬▬▬ ▬ ▬▬▬▬▬ ▬▬▬ ▬▬ ▬▬▬▬ ▬ ▬▬▬▬▬ ▬▬▬ ▬▬ ▬▬▬▬ ▬ ▬▬▬▬▬ ▬▬▬ ▬▬ ▬▬▬▬ ▬ ▬▬▬▬▬ ▬▬▬ ▬▬ ▬▬▬▬ ▬ ▬▬▬▬▬ ▬▬▬ ▬▬ ▬▬▬▬ ▬ ▬▬▬▬▬ ▬▬▬ ▬▬ ▬▬▬▬ ▬ ▬▬▬▬▬ ▬▬▬ ▬▬ ▬▬▬▬ ▬ ▬▬▬▬▬ ▬▬▬ ▬▬ ▬▬▬▬ ▬ ▬▬▬▬▬ ▬▬▬ ▬▬ ▬▬▬▬ ▬ ▬▬▬▬▬ ▬▬▬ ▬▬ ▬▬▬▬ ▬ ▬▬▬▬▬ ▬▬▬ ▬▬ ▬▬▬▬ ▬ ▬▬▬▬▬ ▬▬▬ ▬▬ ▬▬▬▬ ▬ ▬▬▬▬▬ ▬▬▬ ▬▬ ▬▬▬▬ ▬ ▬▬▬▬▬ ▬▬▬ ▬▬ ▬▬▬▬ ▬ ▬▬▬▬▬ ▬▬▬ ▬▬ ▬▬▬▬ ▬ ▬▬▬▬▬ ▬▬▬ ▬▬ ▬▬▬▬ ▬ ▬▬▬▬▬ ▬▬▬ ▬▬ ▬▬▬▬ ▬ ▬▬▬▬▬ ▬▬▬ ▬▬ ▬▬▬▬ ▬ ▬▬▬▬▬ ▬▬▬ ▬▬ ▬▬▬▬ ▬ ▬▬▬▬▬ ▬▬▬ ▬▬ ▬▬▬▬ ▬ ▬▬▬▬▬ ▬▬▬ ▬▬ ▬▬▬▬ ▬ ▬▬▬▬▬ ▬▬▬ ▬▬ ▬▬▬▬ ▬ ▬▬▬▬▬ ▬▬▬ ▬▬ ▬▬▬▬ ▬ ▬▬▬▬▬ ▬▬▬ ▬▬ ▬▬▬▬ ▬ ▬▬▬▬▬ ▬▬▬ ▬▬ ▬▬▬▬ ▬ ▬▬▬▬▬ ▬▬▬ ▬▬ ▬▬▬▬ ▬ ▬▬▬▬▬ ▬▬▬ ▬▬ ▬▬▬▬ ▬ ▬▬▬▬▬ ▬▬▬ ▬▬ ▬▬▬▬ ▬ ▬▬▬▬▬ ▬▬▬ ▬▬ ▬▬▬▬ ▬ ▬▬▬▬▬ ▬▬▬ ▬▬ ▬▬▬▬ ▬ ▬▬▬▬▬ ▬▬▬ ▬▬ ▬▬▬▬ ▬ ▬▬▬▬▬: [673, 415, 813, 653]
- article-text: ▬▬▬ ▬▬ ▬▬▬▬ ▬ ▬▬▬▬▬ ▬▬▬ ▬▬ ▬▬▬▬ ▬ ▬▬▬▬▬ ▬▬▬ ▬▬ ▬▬▬▬ ▬ ▬▬▬▬▬ ▬▬▬ ▬▬ ▬▬▬▬ ▬ ▬▬▬▬▬ ▬▬▬ ▬▬ ▬▬▬▬ ▬ ▬▬▬▬▬ ▬▬▬ ▬▬ ▬▬▬▬ ▬ ▬▬▬▬▬ ▬▬▬ ▬▬ ▬▬▬▬ ▬ ▬▬▬▬▬ ▬▬▬ ▬▬ ▬▬▬▬ ▬ ▬▬▬▬▬ ▬▬▬ ▬▬ ▬▬▬▬ ▬ ▬▬▬▬▬ ▬▬▬ ▬▬ ▬▬▬▬ ▬ ▬▬▬▬▬ ▬▬▬ ▬▬ ▬▬▬▬ ▬ ▬▬▬▬▬ ▬▬▬ ▬▬ ▬▬▬▬ ▬ ▬▬▬▬▬ ▬▬▬ ▬▬ ▬▬▬▬ ▬ ▬▬▬▬▬ ▬▬▬ ▬▬ ▬▬▬▬ ▬ ▬▬▬▬▬ ▬▬▬ ▬▬ ▬▬▬▬ ▬ ▬▬▬▬▬ ▬▬▬ ▬▬ ▬▬▬▬ ▬ ▬▬▬▬▬ ▬▬▬ ▬▬ ▬▬▬▬ ▬ ▬▬▬▬▬ ▬▬▬ ▬▬ ▬▬▬▬ ▬ ▬▬▬▬▬ ▬▬▬ ▬▬ ▬▬▬▬ ▬ ▬▬▬▬▬ ▬▬▬ ▬▬ ▬▬▬▬ ▬ ▬▬▬▬▬ ▬▬▬ ▬▬ ▬▬▬▬ ▬ ▬▬▬▬▬ ▬▬▬ ▬▬ ▬▬▬▬ ▬ ▬▬▬▬▬ ▬▬▬ ▬▬ ▬▬▬▬ ▬ ▬▬▬▬▬ ▬▬▬ ▬▬ ▬▬▬▬ ▬ ▬▬▬▬▬ ▬▬▬ ▬▬ ▬▬▬▬ ▬ ▬▬▬▬▬ ▬▬▬ ▬▬ ▬▬▬▬ ▬ ▬▬▬▬▬ ▬▬▬ ▬▬ ▬▬▬▬ ▬ ▬▬▬▬▬ ▬▬▬ ▬▬ ▬▬▬▬ ▬ ▬▬▬▬▬ ▬▬▬ ▬▬ ▬▬▬▬ ▬ ▬▬▬▬▬ ▬▬▬ ▬▬ ▬▬▬▬ ▬ ▬▬▬▬▬ ▬▬▬ ▬▬ ▬▬▬▬ ▬ ▬▬▬▬▬ ▬▬▬ ▬▬ ▬▬▬▬ ▬ ▬▬▬▬▬ ▬▬▬ ▬▬ ▬▬▬▬ ▬ ▬▬▬▬▬ ▬▬▬ ▬▬ ▬▬▬▬ ▬ ▬▬▬▬▬ ▬▬▬ ▬▬ ▬▬▬▬ ▬ ▬▬▬▬▬ ▬▬▬ ▬▬ ▬▬▬▬ ▬ ▬▬▬▬▬ ▬▬▬ ▬▬ ▬▬▬▬ ▬ ▬▬▬▬▬ ▬▬▬ ▬▬ ▬▬▬▬ ▬ ▬▬▬▬▬ ▬▬▬ ▬▬ ▬▬▬▬ ▬ ▬▬▬▬▬ ▬▬▬ ▬▬ ▬▬▬▬ ▬ ▬▬▬▬▬ ▬▬▬ ▬▬ ▬▬▬▬ ▬ ▬▬▬▬▬ ▬▬▬ ▬▬ ▬▬▬▬ ▬ ▬▬▬▬▬ ▬▬▬ ▬▬ ▬▬▬▬ ▬ ▬▬▬▬▬ ▬▬▬ ▬▬ ▬▬▬▬ ▬ ▬▬▬▬▬ ▬▬▬ ▬▬ ▬▬▬▬ ▬ ▬▬▬▬▬ ▬▬▬ ▬▬ ▬▬▬▬ ▬ ▬▬▬▬▬ ▬▬▬ ▬▬ ▬▬▬▬ ▬ ▬▬▬▬▬ ▬▬▬ ▬▬ ▬▬▬▬ ▬ ▬▬▬▬▬ ▬▬▬ ▬▬ ▬▬▬▬ ▬ ▬▬▬▬▬ ▬▬▬ ▬▬ ▬▬▬▬ ▬ ▬▬▬▬▬ ▬▬▬ ▬▬ ▬▬▬▬ ▬ ▬▬▬▬▬ ▬▬▬ ▬▬ ▬▬▬▬ ▬ ▬▬▬▬▬ ▬▬▬ ▬▬ ▬▬▬▬ ▬ ▬▬▬▬▬ ▬▬▬ ▬▬ ▬▬▬▬ ▬ ▬▬▬▬▬ ▬▬▬ ▬▬ ▬▬▬▬ ▬ ▬▬▬▬▬ ▬▬▬ ▬▬ ▬▬▬▬ ▬ ▬▬▬▬▬ ▬▬▬ ▬▬ ▬▬▬▬ ▬ ▬▬▬▬▬ ▬▬▬ ▬▬ ▬▬▬▬ ▬ ▬▬▬▬▬ ▬▬▬ ▬▬ ▬▬▬▬ ▬ ▬▬▬▬▬ ▬▬▬ ▬▬ ▬▬▬▬ ▬ ▬▬▬▬▬ ▬▬▬ ▬▬ ▬▬▬▬ ▬ ▬▬▬▬▬ ▬▬▬ ▬▬ ▬▬▬▬ ▬ ▬▬▬▬▬ ▬▬▬ ▬▬ ▬▬▬▬ ▬ ▬▬▬▬▬ ▬▬▬ ▬▬ ▬▬▬▬ ▬ ▬▬▬▬▬ ▬▬▬ ▬▬ ▬▬▬▬ ▬ ▬▬▬▬▬ ▬▬▬ ▬▬ ▬▬▬▬ ▬ ▬▬▬▬▬ ▬▬▬ ▬▬ ▬▬▬▬ ▬ ▬▬▬▬▬ ▬▬▬ ▬▬ ▬▬▬▬ ▬ ▬▬▬▬▬ ▬▬▬ ▬▬ ▬▬▬▬ ▬ ▬▬▬▬▬ ▬▬▬ ▬▬ ▬▬▬▬ ▬ ▬▬▬▬▬ ▬▬▬ ▬▬ ▬▬▬▬ ▬ ▬▬▬▬▬ ▬▬▬ ▬▬ ▬▬▬▬ ▬ ▬▬▬▬▬ ▬▬▬ ▬▬ ▬▬▬▬ ▬ ▬▬▬▬▬ ▬▬▬ ▬▬ ▬▬▬▬ ▬ ▬▬▬▬▬ ▬▬▬ ▬▬ ▬▬▬▬ ▬ ▬▬▬▬▬: [145, 894, 277, 1191]
- subhead: FRIDAY, AUGUST 6th.: [580, 343, 634, 350]
- ad-heading: FLOWER SEEDS: [719, 1037, 767, 1044]
- section-heading: TO PROMOTE IMPERIAL INTERESTS.: [19, 1214, 129, 1221]
- section-heading: INTERESTING ITEMS.: [178, 1834, 244, 1840]
- subhead: CHRISTCHURCH SITTINGS.: [176, 887, 246, 894]
- subhead: AUSTRALIAN RACING.: [446, 45, 504, 51]
- ad-heading: Wool, Hide, Sheepskin and Tallow Sales.: [691, 859, 795, 866]
- section-heading: THE COURTS.: [187, 1471, 235, 1480]
- ad-title: NELSON: [996, 257, 1121, 287]
- divider: [151, 871, 271, 872]
- divider: [151, 1467, 271, 1468]
- section-heading: MR BALFOUR SPEAKS IMPERIALLY: [21, 712, 127, 719]
- subhead: WEDNESDAY, AUGUST 4.: [711, 666, 775, 673]
- article-text: ▬▬▬ ▬▬ ▬▬▬▬ ▬ ▬▬▬▬▬ ▬▬▬ ▬▬ ▬▬▬▬ ▬ ▬▬▬▬▬ ▬▬▬ ▬▬ ▬▬▬▬ ▬ ▬▬▬▬▬ ▬▬▬ ▬▬ ▬▬▬▬ ▬ ▬▬▬▬▬ ▬▬▬ ▬▬ ▬▬▬▬ ▬ ▬▬▬▬▬ ▬▬▬ ▬▬ ▬▬▬▬ ▬ ▬▬▬▬▬ ▬▬▬ ▬▬ ▬▬▬▬ ▬ ▬▬▬▬▬ ▬▬▬ ▬▬ ▬▬▬▬ ▬ ▬▬▬▬▬ ▬▬▬ ▬▬ ▬▬▬▬ ▬ ▬▬▬▬▬ ▬▬▬ ▬▬ ▬▬▬▬ ▬ ▬▬▬▬▬ ▬▬▬ ▬▬ ▬▬▬▬ ▬ ▬▬▬▬▬ ▬▬▬ ▬▬ ▬▬▬▬ ▬ ▬▬▬▬▬ ▬▬▬ ▬▬ ▬▬▬▬ ▬ ▬▬▬▬▬ ▬▬▬ ▬▬ ▬▬▬▬ ▬ ▬▬▬▬▬ ▬▬▬ ▬▬ ▬▬▬▬ ▬ ▬▬▬▬▬ ▬▬▬ ▬▬ ▬▬▬▬ ▬ ▬▬▬▬▬ ▬▬▬ ▬▬ ▬▬▬▬ ▬ ▬▬▬▬▬ ▬▬▬ ▬▬ ▬▬▬▬ ▬ ▬▬▬▬▬ ▬▬▬ ▬▬ ▬▬▬▬ ▬ ▬▬▬▬▬ ▬▬▬ ▬▬ ▬▬▬▬ ▬ ▬▬▬▬▬ ▬▬▬ ▬▬ ▬▬▬▬ ▬ ▬▬▬▬▬ ▬▬▬ ▬▬ ▬▬▬▬ ▬ ▬▬▬▬▬ ▬▬▬ ▬▬ ▬▬▬▬ ▬ ▬▬▬▬▬ ▬▬▬ ▬▬ ▬▬▬▬ ▬ ▬▬▬▬▬ ▬▬▬ ▬▬ ▬▬▬▬ ▬ ▬▬▬▬▬ ▬▬▬ ▬▬ ▬▬▬▬ ▬ ▬▬▬▬▬ ▬▬▬ ▬▬ ▬▬▬▬ ▬ ▬▬▬▬▬ ▬▬▬ ▬▬ ▬▬▬▬ ▬ ▬▬▬▬▬ ▬▬▬ ▬▬ ▬▬▬▬ ▬ ▬▬▬▬▬ ▬▬▬ ▬▬ ▬▬▬▬ ▬ ▬▬▬▬▬ ▬▬▬ ▬▬ ▬▬▬▬ ▬ ▬▬▬▬▬ ▬▬▬ ▬▬ ▬▬▬▬ ▬ ▬▬▬▬▬ ▬▬▬ ▬▬ ▬▬▬▬ ▬ ▬▬▬▬▬ ▬▬▬ ▬▬ ▬▬▬▬ ▬ ▬▬▬▬▬ ▬▬▬ ▬▬ ▬▬▬▬ ▬ ▬▬▬▬▬ ▬▬▬ ▬▬ ▬▬▬▬ ▬ ▬▬▬▬▬ ▬▬▬ ▬▬ ▬▬▬▬ ▬ ▬▬▬▬▬ ▬▬▬ ▬▬ ▬▬▬▬ ▬ ▬▬▬▬▬ ▬▬▬ ▬▬ ▬▬▬▬ ▬ ▬▬▬▬▬ ▬▬▬ ▬▬ ▬▬▬▬ ▬ ▬▬▬▬▬ ▬▬▬ ▬▬ ▬▬▬▬ ▬ ▬▬▬▬▬ ▬▬▬ ▬▬ ▬▬▬▬ ▬ ▬▬▬▬▬ ▬▬▬ ▬▬ ▬▬▬▬ ▬ ▬▬▬▬▬ ▬▬▬ ▬▬ ▬▬▬▬ ▬ ▬▬▬▬▬ ▬▬▬ ▬▬ ▬▬▬▬ ▬ ▬▬▬▬▬ ▬▬▬ ▬▬ ▬▬▬▬ ▬ ▬▬▬▬▬ ▬▬▬ ▬▬ ▬▬▬▬ ▬ ▬▬▬▬▬ ▬▬▬ ▬▬ ▬▬▬▬ ▬ ▬▬▬▬▬ ▬▬▬ ▬▬ ▬▬▬▬ ▬ ▬▬▬▬▬ ▬▬▬ ▬▬ ▬▬▬▬ ▬ ▬▬▬▬▬ ▬▬▬ ▬▬ ▬▬▬▬ ▬ ▬▬▬▬▬ ▬▬▬ ▬▬ ▬▬▬▬ ▬ ▬▬▬▬▬ ▬▬▬ ▬▬ ▬▬▬▬ ▬ ▬▬▬▬▬ ▬▬▬ ▬▬ ▬▬▬▬ ▬ ▬▬▬▬▬ ▬▬▬ ▬▬ ▬▬▬▬ ▬ ▬▬▬▬▬ ▬▬▬ ▬▬ ▬▬▬▬ ▬ ▬▬▬▬▬ ▬▬▬ ▬▬ ▬▬▬▬ ▬ ▬▬▬▬▬ ▬▬▬ ▬▬ ▬▬▬▬ ▬ ▬▬▬▬▬ ▬▬▬ ▬▬ ▬▬▬▬ ▬ ▬▬▬▬▬ ▬▬▬ ▬▬ ▬▬▬▬ ▬ ▬▬▬▬▬ ▬▬▬ ▬▬ ▬▬▬▬ ▬ ▬▬▬▬▬ ▬▬▬ ▬▬ ▬▬▬▬ ▬ ▬▬▬▬▬ ▬▬▬ ▬▬ ▬▬▬▬ ▬ ▬▬▬▬▬ ▬▬▬ ▬▬ ▬▬▬▬ ▬ ▬▬▬▬▬ ▬▬▬ ▬▬ ▬▬▬▬ ▬ ▬▬▬▬▬ ▬▬▬ ▬▬ ▬▬▬▬ ▬ ▬▬▬▬▬ ▬▬▬ ▬▬ ▬▬▬▬ ▬ ▬▬▬▬▬ ▬▬▬ ▬▬ ▬▬▬▬ ▬ ▬▬▬▬▬ ▬▬▬ ▬▬ ▬▬▬▬ ▬ ▬▬▬▬▬ ▬▬▬ ▬▬ ▬▬▬▬ ▬ ▬▬▬▬▬ ▬▬▬ ▬▬ ▬▬▬▬ ▬ ▬▬▬▬▬ ▬▬▬ ▬▬ ▬▬▬▬ ▬ ▬▬▬▬▬ ▬▬▬ ▬▬ ▬▬▬▬ ▬ ▬▬▬▬▬ ▬▬▬ ▬▬ ▬▬▬▬ ▬ ▬▬▬▬▬ ▬▬▬ ▬▬ ▬▬▬▬ ▬ ▬▬▬▬▬ ▬▬▬ ▬▬ ▬▬▬▬ ▬ ▬▬▬▬▬ ▬▬▬ ▬▬ ▬▬▬▬ ▬ ▬▬▬▬▬ ▬▬▬ ▬▬ ▬▬▬▬ ▬ ▬▬▬▬▬ ▬▬▬ ▬▬ ▬▬▬▬ ▬ ▬▬▬▬▬ ▬▬▬ ▬▬ ▬▬▬▬ ▬ ▬▬▬▬▬: [145, 379, 277, 696]
- subhead: WEDNESDAY, AUGUST 4.: [575, 52, 639, 59]
- ad-text: DEVON STREET . . . . . . . . NEW PLYMOUTH.: [847, 742, 955, 749]
- collier-co-ad: H. COLLIER & CO.: [1000, 953, 1100, 965]
- column-6: [672, 30, 813, 1782]
- ad-text: NEW PLYMOUTH: [867, 465, 935, 474]
- article-text: ▬▬▬ ▬▬ ▬▬▬▬ ▬ ▬▬▬▬▬ ▬▬▬ ▬▬ ▬▬▬▬ ▬ ▬▬▬▬▬ ▬▬▬ ▬▬ ▬▬▬▬ ▬ ▬▬▬▬▬ ▬▬▬ ▬▬ ▬▬▬▬ ▬ ▬▬▬▬▬ ▬▬▬ ▬▬ ▬▬▬▬ ▬ ▬▬▬▬▬ ▬▬▬ ▬▬ ▬▬▬▬ ▬ ▬▬▬▬▬ ▬▬▬ ▬▬ ▬▬▬▬ ▬ ▬▬▬▬▬ ▬▬▬ ▬▬ ▬▬▬▬ ▬ ▬▬▬▬▬ ▬▬▬ ▬▬ ▬▬▬▬ ▬ ▬▬▬▬▬ ▬▬▬ ▬▬ ▬▬▬▬ ▬ ▬▬▬▬▬ ▬▬▬ ▬▬ ▬▬▬▬ ▬ ▬▬▬▬▬ ▬▬▬ ▬▬ ▬▬▬▬ ▬ ▬▬▬▬▬ ▬▬▬ ▬▬ ▬▬▬▬ ▬ ▬▬▬▬▬ ▬▬▬ ▬▬ ▬▬▬▬ ▬ ▬▬▬▬▬ ▬▬▬ ▬▬ ▬▬▬▬ ▬ ▬▬▬▬▬ ▬▬▬ ▬▬ ▬▬▬▬ ▬ ▬▬▬▬▬ ▬▬▬ ▬▬ ▬▬▬▬ ▬ ▬▬▬▬▬ ▬▬▬ ▬▬ ▬▬▬▬ ▬ ▬▬▬▬▬ ▬▬▬ ▬▬ ▬▬▬▬ ▬ ▬▬▬▬▬ ▬▬▬ ▬▬ ▬▬▬▬ ▬ ▬▬▬▬▬ ▬▬▬ ▬▬ ▬▬▬▬ ▬ ▬▬▬▬▬ ▬▬▬ ▬▬ ▬▬▬▬ ▬ ▬▬▬▬▬ ▬▬▬ ▬▬ ▬▬▬▬ ▬ ▬▬▬▬▬ ▬▬▬ ▬▬ ▬▬▬▬ ▬ ▬▬▬▬▬ ▬▬▬ ▬▬ ▬▬▬▬ ▬ ▬▬▬▬▬ ▬▬▬ ▬▬ ▬▬▬▬ ▬ ▬▬▬▬▬ ▬▬▬ ▬▬ ▬▬▬▬ ▬ ▬▬▬▬▬ ▬▬▬ ▬▬ ▬▬▬▬ ▬ ▬▬▬▬▬ ▬▬▬ ▬▬ ▬▬▬▬ ▬ ▬▬▬▬▬ ▬▬▬ ▬▬ ▬▬▬▬ ▬ ▬▬▬▬▬ ▬▬▬ ▬▬ ▬▬▬▬ ▬ ▬▬▬▬▬ ▬▬▬ ▬▬ ▬▬▬▬ ▬ ▬▬▬▬▬ ▬▬▬ ▬▬ ▬▬▬▬ ▬ ▬▬▬▬▬ ▬▬▬ ▬▬ ▬▬▬▬ ▬ ▬▬▬▬▬ ▬▬▬ ▬▬ ▬▬▬▬ ▬ ▬▬▬▬▬ ▬▬▬ ▬▬ ▬▬▬▬ ▬ ▬▬▬▬▬ ▬▬▬ ▬▬ ▬▬▬▬ ▬ ▬▬▬▬▬ ▬▬▬ ▬▬ ▬▬▬▬ ▬ ▬▬▬▬▬ ▬▬▬ ▬▬ ▬▬▬▬ ▬ ▬▬▬▬▬ ▬▬▬ ▬▬ ▬▬▬▬ ▬ ▬▬▬▬▬ ▬▬▬ ▬▬ ▬▬▬▬ ▬ ▬▬▬▬▬ ▬▬▬ ▬▬ ▬▬▬▬ ▬ ▬▬▬▬▬ ▬▬▬ ▬▬ ▬▬▬▬ ▬ ▬▬▬▬▬ ▬▬▬ ▬▬ ▬▬▬▬ ▬ ▬▬▬▬▬ ▬▬▬ ▬▬ ▬▬▬▬ ▬ ▬▬▬▬▬ ▬▬▬ ▬▬ ▬▬▬▬ ▬ ▬▬▬▬▬ ▬▬▬ ▬▬ ▬▬▬▬ ▬ ▬▬▬▬▬ ▬▬▬ ▬▬ ▬▬▬▬ ▬ ▬▬▬▬▬ ▬▬▬ ▬▬ ▬▬▬▬ ▬ ▬▬▬▬▬ ▬▬▬ ▬▬ ▬▬▬▬ ▬ ▬▬▬▬▬ ▬▬▬ ▬▬ ▬▬▬▬ ▬ ▬▬▬▬▬ ▬▬▬ ▬▬ ▬▬▬▬ ▬ ▬▬▬▬▬ ▬▬▬ ▬▬ ▬▬▬▬ ▬ ▬▬▬▬▬ ▬▬▬ ▬▬ ▬▬▬▬ ▬ ▬▬▬▬▬ ▬▬▬ ▬▬ ▬▬▬▬ ▬ ▬▬▬▬▬: [277, 1023, 409, 1241]
- divider: [415, 1161, 535, 1162]
- newspaper-page: [4, 30, 1121, 2458]
- article-text: ▬▬▬ ▬▬ ▬▬▬▬ ▬ ▬▬▬▬▬ ▬▬▬ ▬▬ ▬▬▬▬ ▬ ▬▬▬▬▬ ▬▬▬ ▬▬ ▬▬▬▬ ▬ ▬▬▬▬▬ ▬▬▬ ▬▬ ▬▬▬▬ ▬ ▬▬▬▬▬ ▬▬▬ ▬▬ ▬▬▬▬ ▬ ▬▬▬▬▬ ▬▬▬ ▬▬ ▬▬▬▬ ▬ ▬▬▬▬▬ ▬▬▬ ▬▬ ▬▬▬▬ ▬ ▬▬▬▬▬ ▬▬▬ ▬▬ ▬▬▬▬ ▬ ▬▬▬▬▬ ▬▬▬ ▬▬ ▬▬▬▬ ▬ ▬▬▬▬▬ ▬▬▬ ▬▬ ▬▬▬▬ ▬ ▬▬▬▬▬ ▬▬▬ ▬▬ ▬▬▬▬ ▬ ▬▬▬▬▬ ▬▬▬ ▬▬ ▬▬▬▬ ▬ ▬▬▬▬▬ ▬▬▬ ▬▬ ▬▬▬▬ ▬ ▬▬▬▬▬ ▬▬▬ ▬▬ ▬▬▬▬ ▬ ▬▬▬▬▬ ▬▬▬ ▬▬ ▬▬▬▬ ▬ ▬▬▬▬▬ ▬▬▬ ▬▬ ▬▬▬▬ ▬ ▬▬▬▬▬ ▬▬▬ ▬▬ ▬▬▬▬ ▬ ▬▬▬▬▬ ▬▬▬ ▬▬ ▬▬▬▬ ▬ ▬▬▬▬▬ ▬▬▬ ▬▬ ▬▬▬▬ ▬ ▬▬▬▬▬ ▬▬▬ ▬▬ ▬▬▬▬ ▬ ▬▬▬▬▬ ▬▬▬ ▬▬ ▬▬▬▬ ▬ ▬▬▬▬▬ ▬▬▬ ▬▬ ▬▬▬▬ ▬ ▬▬▬▬▬ ▬▬▬ ▬▬ ▬▬▬▬ ▬ ▬▬▬▬▬ ▬▬▬ ▬▬ ▬▬▬▬ ▬ ▬▬▬▬▬ ▬▬▬ ▬▬ ▬▬▬▬ ▬ ▬▬▬▬▬ ▬▬▬ ▬▬ ▬▬▬▬ ▬ ▬▬▬▬▬ ▬▬▬ ▬▬ ▬▬▬▬ ▬ ▬▬▬▬▬ ▬▬▬ ▬▬ ▬▬▬▬ ▬ ▬▬▬▬▬ ▬▬▬ ▬▬ ▬▬▬▬ ▬ ▬▬▬▬▬ ▬▬▬ ▬▬ ▬▬▬▬ ▬ ▬▬▬▬▬ ▬▬▬ ▬▬ ▬▬▬▬ ▬ ▬▬▬▬▬ ▬▬▬ ▬▬ ▬▬▬▬ ▬ ▬▬▬▬▬ ▬▬▬ ▬▬ ▬▬▬▬ ▬ ▬▬▬▬▬ ▬▬▬ ▬▬ ▬▬▬▬ ▬ ▬▬▬▬▬ ▬▬▬ ▬▬ ▬▬▬▬ ▬ ▬▬▬▬▬ ▬▬▬ ▬▬ ▬▬▬▬ ▬ ▬▬▬▬▬ ▬▬▬ ▬▬ ▬▬▬▬ ▬ ▬▬▬▬▬ ▬▬▬ ▬▬ ▬▬▬▬ ▬ ▬▬▬▬▬ ▬▬▬ ▬▬ ▬▬▬▬ ▬ ▬▬▬▬▬ ▬▬▬ ▬▬ ▬▬▬▬ ▬ ▬▬▬▬▬: [277, 1628, 409, 1786]
- ad-text: ▬▬▬ ▬▬ ▬▬▬▬ ▬ ▬▬▬▬▬ ▬▬▬ ▬▬ ▬▬▬▬ ▬ ▬▬▬▬▬ ▬▬▬ ▬▬ ▬▬▬▬ ▬ ▬▬▬▬▬ ▬▬▬ ▬▬ ▬▬▬▬ ▬ ▬▬▬▬▬ ▬▬▬ ▬▬ ▬▬▬▬ ▬ ▬▬▬▬▬ ▬▬▬ ▬▬ ▬▬▬▬ ▬ ▬▬▬▬▬ ▬▬▬ ▬▬ ▬▬▬▬ ▬ ▬▬▬▬▬ ▬▬▬ ▬▬ ▬▬▬▬ ▬ ▬▬▬▬▬ ▬▬▬ ▬▬ ▬▬▬▬ ▬ ▬▬▬▬▬ ▬▬▬ ▬▬ ▬▬▬▬ ▬ ▬▬▬▬▬ ▬▬▬ ▬▬ ▬▬▬▬ ▬ ▬▬▬▬▬ ▬▬▬ ▬▬ ▬▬▬▬ ▬ ▬▬▬▬▬ ▬▬▬ ▬▬ ▬▬▬▬ ▬ ▬▬▬▬▬ ▬▬▬ ▬▬ ▬▬▬▬ ▬ ▬▬▬▬▬ ▬▬▬ ▬▬ ▬▬▬▬ ▬ ▬▬▬▬▬: [673, 334, 813, 394]
- section-heading: ARE YOU A COMMERCIAL TRAVELLER?: [151, 2128, 271, 2135]
- ad-text: ▬▬▬ ▬▬ ▬▬▬▬ ▬ ▬▬▬▬▬ ▬▬▬ ▬▬ ▬▬▬▬ ▬ ▬▬▬▬▬ ▬▬▬ ▬▬ ▬▬▬▬ ▬ ▬▬▬▬▬ ▬▬▬ ▬▬ ▬▬▬▬ ▬ ▬▬▬▬▬ ▬▬▬ ▬▬ ▬▬▬▬ ▬ ▬▬▬▬▬ ▬▬▬ ▬▬ ▬▬▬▬ ▬ ▬▬▬▬▬ ▬▬▬ ▬▬ ▬▬▬▬ ▬ ▬▬▬▬▬ ▬▬▬ ▬▬ ▬▬▬▬ ▬ ▬▬▬▬▬ ▬▬▬ ▬▬ ▬▬▬▬ ▬ ▬▬▬▬▬ ▬▬▬ ▬▬ ▬▬▬▬ ▬ ▬▬▬▬▬ ▬▬▬ ▬▬ ▬▬▬▬ ▬ ▬▬▬▬▬ ▬▬▬ ▬▬ ▬▬▬▬ ▬ ▬▬▬▬▬ ▬▬▬ ▬▬ ▬▬▬▬ ▬ ▬▬▬▬▬ ▬▬▬ ▬▬ ▬▬▬▬ ▬ ▬▬▬▬▬ ▬▬▬ ▬▬ ▬▬▬▬ ▬ ▬▬▬▬▬ ▬▬▬ ▬▬ ▬▬▬▬ ▬ ▬▬▬▬▬ ▬▬▬ ▬▬ ▬▬▬▬ ▬ ▬▬▬▬▬ ▬▬▬ ▬▬ ▬▬▬▬ ▬ ▬▬▬▬▬ ▬▬▬ ▬▬ ▬▬▬▬ ▬ ▬▬▬▬▬ ▬▬▬ ▬▬ ▬▬▬▬ ▬ ▬▬▬▬▬ ▬▬▬ ▬▬ ▬▬▬▬ ▬ ▬▬▬▬▬ ▬▬▬ ▬▬ ▬▬▬▬ ▬ ▬▬▬▬▬ ▬▬▬ ▬▬ ▬▬▬▬ ▬ ▬▬▬▬▬ ▬▬▬ ▬▬ ▬▬▬▬ ▬ ▬▬▬▬▬ ▬▬▬ ▬▬ ▬▬▬▬ ▬ ▬▬▬▬▬ ▬▬▬ ▬▬ ▬▬▬▬ ▬ ▬▬▬▬▬ ▬▬▬ ▬▬ ▬▬▬▬ ▬ ▬▬▬▬▬ ▬▬▬ ▬▬ ▬▬▬▬ ▬ ▬▬▬▬▬ ▬▬▬ ▬▬ ▬▬▬▬ ▬ ▬▬▬▬▬ ▬▬▬ ▬▬ ▬▬▬▬ ▬ ▬▬▬▬▬ ▬▬▬ ▬▬ ▬▬▬▬ ▬ ▬▬▬▬▬ ▬▬▬ ▬▬ ▬▬▬▬ ▬ ▬▬▬▬▬ ▬▬▬ ▬▬ ▬▬▬▬ ▬ ▬▬▬▬▬ ▬▬▬ ▬▬ ▬▬▬▬ ▬ ▬▬▬▬▬ ▬▬▬ ▬▬ ▬▬▬▬ ▬ ▬▬▬▬▬ ▬▬▬ ▬▬ ▬▬▬▬ ▬ ▬▬▬▬▬ ▬▬▬ ▬▬ ▬▬▬▬ ▬ ▬▬▬▬▬ ▬▬▬ ▬▬ ▬▬▬▬ ▬ ▬▬▬▬▬ ▬▬▬ ▬▬ ▬▬▬▬ ▬ ▬▬▬▬▬ ▬▬▬ ▬▬ ▬▬▬▬ ▬ ▬▬▬▬▬ ▬▬▬ ▬▬ ▬▬▬▬ ▬ ▬▬▬▬▬ ▬▬▬ ▬▬ ▬▬▬▬ ▬ ▬▬▬▬▬ ▬▬▬ ▬▬ ▬▬▬▬ ▬ ▬▬▬▬▬ ▬▬▬ ▬▬ ▬▬▬▬ ▬ ▬▬▬▬▬ ▬▬▬ ▬▬ ▬▬▬▬ ▬ ▬▬▬▬▬: [541, 799, 673, 978]
- article-text: ▬▬▬ ▬▬ ▬▬▬▬ ▬ ▬▬▬▬▬ ▬▬▬ ▬▬ ▬▬▬▬ ▬ ▬▬▬▬▬ ▬▬▬ ▬▬ ▬▬▬▬ ▬ ▬▬▬▬▬ ▬▬▬ ▬▬ ▬▬▬▬ ▬ ▬▬▬▬▬ ▬▬▬ ▬▬ ▬▬▬▬ ▬ ▬▬▬▬▬ ▬▬▬ ▬▬ ▬▬▬▬ ▬ ▬▬▬▬▬ ▬▬▬ ▬▬ ▬▬▬▬ ▬ ▬▬▬▬▬ ▬▬▬ ▬▬ ▬▬▬▬ ▬ ▬▬▬▬▬ ▬▬▬ ▬▬ ▬▬▬▬ ▬ ▬▬▬▬▬ ▬▬▬ ▬▬ ▬▬▬▬ ▬ ▬▬▬▬▬ ▬▬▬ ▬▬ ▬▬▬▬ ▬ ▬▬▬▬▬ ▬▬▬ ▬▬ ▬▬▬▬ ▬ ▬▬▬▬▬ ▬▬▬ ▬▬ ▬▬▬▬ ▬ ▬▬▬▬▬ ▬▬▬ ▬▬ ▬▬▬▬ ▬ ▬▬▬▬▬ ▬▬▬ ▬▬ ▬▬▬▬ ▬ ▬▬▬▬▬: [409, 1303, 541, 1363]
- wellington-meat-export-ad: [676, 33, 810, 287]
- ad-text: J. HAYDEN . . . MANAGER: [833, 870, 969, 883]
- article-text: ▬▬▬ ▬▬ ▬▬▬▬ ▬ ▬▬▬▬▬ ▬▬▬ ▬▬ ▬▬▬▬ ▬ ▬▬▬▬▬ ▬▬▬ ▬▬ ▬▬▬▬ ▬ ▬▬▬▬▬ ▬▬▬ ▬▬ ▬▬▬▬ ▬ ▬▬▬▬▬ ▬▬▬ ▬▬ ▬▬▬▬ ▬ ▬▬▬▬▬ ▬▬▬ ▬▬ ▬▬▬▬ ▬ ▬▬▬▬▬ ▬▬▬ ▬▬ ▬▬▬▬ ▬ ▬▬▬▬▬ ▬▬▬ ▬▬ ▬▬▬▬ ▬ ▬▬▬▬▬ ▬▬▬ ▬▬ ▬▬▬▬ ▬ ▬▬▬▬▬ ▬▬▬ ▬▬ ▬▬▬▬ ▬ ▬▬▬▬▬ ▬▬▬ ▬▬ ▬▬▬▬ ▬ ▬▬▬▬▬ ▬▬▬ ▬▬ ▬▬▬▬ ▬ ▬▬▬▬▬ ▬▬▬ ▬▬ ▬▬▬▬ ▬ ▬▬▬▬▬ ▬▬▬ ▬▬ ▬▬▬▬ ▬ ▬▬▬▬▬ ▬▬▬ ▬▬ ▬▬▬▬ ▬ ▬▬▬▬▬ ▬▬▬ ▬▬ ▬▬▬▬ ▬ ▬▬▬▬▬ ▬▬▬ ▬▬ ▬▬▬▬ ▬ ▬▬▬▬▬ ▬▬▬ ▬▬ ▬▬▬▬ ▬ ▬▬▬▬▬ ▬▬▬ ▬▬ ▬▬▬▬ ▬ ▬▬▬▬▬ ▬▬▬ ▬▬ ▬▬▬▬ ▬ ▬▬▬▬▬ ▬▬▬ ▬▬ ▬▬▬▬ ▬ ▬▬▬▬▬ ▬▬▬ ▬▬ ▬▬▬▬ ▬ ▬▬▬▬▬ ▬▬▬ ▬▬ ▬▬▬▬ ▬ ▬▬▬▬▬ ▬▬▬ ▬▬ ▬▬▬▬ ▬ ▬▬▬▬▬ ▬▬▬ ▬▬ ▬▬▬▬ ▬ ▬▬▬▬▬ ▬▬▬ ▬▬ ▬▬▬▬ ▬ ▬▬▬▬▬ ▬▬▬ ▬▬ ▬▬▬▬ ▬ ▬▬▬▬▬ ▬▬▬ ▬▬ ▬▬▬▬ ▬ ▬▬▬▬▬ ▬▬▬ ▬▬ ▬▬▬▬ ▬ ▬▬▬▬▬ ▬▬▬ ▬▬ ▬▬▬▬ ▬ ▬▬▬▬▬ ▬▬▬ ▬▬ ▬▬▬▬ ▬ ▬▬▬▬▬ ▬▬▬ ▬▬ ▬▬▬▬ ▬ ▬▬▬▬▬ ▬▬▬ ▬▬ ▬▬▬▬ ▬ ▬▬▬▬▬ ▬▬▬ ▬▬ ▬▬▬▬ ▬ ▬▬▬▬▬ ▬▬▬ ▬▬ ▬▬▬▬ ▬ ▬▬▬▬▬ ▬▬▬ ▬▬ ▬▬▬▬ ▬ ▬▬▬▬▬ ▬▬▬ ▬▬ ▬▬▬▬ ▬ ▬▬▬▬▬ ▬▬▬ ▬▬ ▬▬▬▬ ▬ ▬▬▬▬▬ ▬▬▬ ▬▬ ▬▬▬▬ ▬ ▬▬▬▬▬ ▬▬▬ ▬▬ ▬▬▬▬ ▬ ▬▬▬▬▬: [145, 2137, 277, 2296]
- article-text: ▬▬▬ ▬▬ ▬▬▬▬ ▬ ▬▬▬▬▬ ▬▬▬ ▬▬ ▬▬▬▬ ▬ ▬▬▬▬▬ ▬▬▬ ▬▬ ▬▬▬▬ ▬ ▬▬▬▬▬ ▬▬▬ ▬▬ ▬▬▬▬ ▬ ▬▬▬▬▬ ▬▬▬ ▬▬ ▬▬▬▬ ▬ ▬▬▬▬▬ ▬▬▬ ▬▬ ▬▬▬▬ ▬ ▬▬▬▬▬ ▬▬▬ ▬▬ ▬▬▬▬ ▬ ▬▬▬▬▬ ▬▬▬ ▬▬ ▬▬▬▬ ▬ ▬▬▬▬▬ ▬▬▬ ▬▬ ▬▬▬▬ ▬ ▬▬▬▬▬ ▬▬▬ ▬▬ ▬▬▬▬ ▬ ▬▬▬▬▬ ▬▬▬ ▬▬ ▬▬▬▬ ▬ ▬▬▬▬▬ ▬▬▬ ▬▬ ▬▬▬▬ ▬ ▬▬▬▬▬ ▬▬▬ ▬▬ ▬▬▬▬ ▬ ▬▬▬▬▬ ▬▬▬ ▬▬ ▬▬▬▬ ▬ ▬▬▬▬▬ ▬▬▬ ▬▬ ▬▬▬▬ ▬ ▬▬▬▬▬ ▬▬▬ ▬▬ ▬▬▬▬ ▬ ▬▬▬▬▬ ▬▬▬ ▬▬ ▬▬▬▬ ▬ ▬▬▬▬▬ ▬▬▬ ▬▬ ▬▬▬▬ ▬ ▬▬▬▬▬ ▬▬▬ ▬▬ ▬▬▬▬ ▬ ▬▬▬▬▬ ▬▬▬ ▬▬ ▬▬▬▬ ▬ ▬▬▬▬▬ ▬▬▬ ▬▬ ▬▬▬▬ ▬ ▬▬▬▬▬ ▬▬▬ ▬▬ ▬▬▬▬ ▬ ▬▬▬▬▬ ▬▬▬ ▬▬ ▬▬▬▬ ▬ ▬▬▬▬▬ ▬▬▬ ▬▬ ▬▬▬▬ ▬ ▬▬▬▬▬ ▬▬▬ ▬▬ ▬▬▬▬ ▬ ▬▬▬▬▬ ▬▬▬ ▬▬ ▬▬▬▬ ▬ ▬▬▬▬▬ ▬▬▬ ▬▬ ▬▬▬▬ ▬ ▬▬▬▬▬ ▬▬▬ ▬▬ ▬▬▬▬ ▬ ▬▬▬▬▬ ▬▬▬ ▬▬ ▬▬▬▬ ▬ ▬▬▬▬▬ ▬▬▬ ▬▬ ▬▬▬▬ ▬ ▬▬▬▬▬ ▬▬▬ ▬▬ ▬▬▬▬ ▬ ▬▬▬▬▬ ▬▬▬ ▬▬ ▬▬▬▬ ▬ ▬▬▬▬▬ ▬▬▬ ▬▬ ▬▬▬▬ ▬ ▬▬▬▬▬ ▬▬▬ ▬▬ ▬▬▬▬ ▬ ▬▬▬▬▬ ▬▬▬ ▬▬ ▬▬▬▬ ▬ ▬▬▬▬▬: [277, 1476, 409, 1614]
- article-text: ▬▬▬ ▬▬ ▬▬▬▬ ▬ ▬▬▬▬▬ ▬▬▬ ▬▬ ▬▬▬▬ ▬ ▬▬▬▬▬ ▬▬▬ ▬▬ ▬▬▬▬ ▬ ▬▬▬▬▬ ▬▬▬ ▬▬ ▬▬▬▬ ▬ ▬▬▬▬▬ ▬▬▬ ▬▬ ▬▬▬▬ ▬ ▬▬▬▬▬ ▬▬▬ ▬▬ ▬▬▬▬ ▬ ▬▬▬▬▬ ▬▬▬ ▬▬ ▬▬▬▬ ▬ ▬▬▬▬▬ ▬▬▬ ▬▬ ▬▬▬▬ ▬ ▬▬▬▬▬ ▬▬▬ ▬▬ ▬▬▬▬ ▬ ▬▬▬▬▬ ▬▬▬ ▬▬ ▬▬▬▬ ▬ ▬▬▬▬▬ ▬▬▬ ▬▬ ▬▬▬▬ ▬ ▬▬▬▬▬ ▬▬▬ ▬▬ ▬▬▬▬ ▬ ▬▬▬▬▬ ▬▬▬ ▬▬ ▬▬▬▬ ▬ ▬▬▬▬▬ ▬▬▬ ▬▬ ▬▬▬▬ ▬ ▬▬▬▬▬ ▬▬▬ ▬▬ ▬▬▬▬ ▬ ▬▬▬▬▬ ▬▬▬ ▬▬ ▬▬▬▬ ▬ ▬▬▬▬▬ ▬▬▬ ▬▬ ▬▬▬▬ ▬ ▬▬▬▬▬ ▬▬▬ ▬▬ ▬▬▬▬ ▬ ▬▬▬▬▬ ▬▬▬ ▬▬ ▬▬▬▬ ▬ ▬▬▬▬▬ ▬▬▬ ▬▬ ▬▬▬▬ ▬ ▬▬▬▬▬: [277, 700, 409, 780]
- section-heading: TO HELP THE MOTHERLAND: [31, 1769, 117, 1775]
- subhead: QUICKENING ITS REALISATION.: [33, 106, 115, 113]
- waitara-freezing-works-ad: WAITARA FREEZING WORKS: [551, 1259, 663, 1285]
- subhead: TUESDAY, AUGUST 3.: [716, 300, 770, 307]
- article-text: ▬▬▬ ▬▬ ▬▬▬▬ ▬ ▬▬▬▬▬ ▬▬▬ ▬▬ ▬▬▬▬ ▬ ▬▬▬▬▬ ▬▬▬ ▬▬ ▬▬▬▬ ▬ ▬▬▬▬▬ ▬▬▬ ▬▬ ▬▬▬▬ ▬ ▬▬▬▬▬ ▬▬▬ ▬▬ ▬▬▬▬ ▬ ▬▬▬▬▬ ▬▬▬ ▬▬ ▬▬▬▬ ▬ ▬▬▬▬▬ ▬▬▬ ▬▬ ▬▬▬▬ ▬ ▬▬▬▬▬ ▬▬▬ ▬▬ ▬▬▬▬ ▬ ▬▬▬▬▬ ▬▬▬ ▬▬ ▬▬▬▬ ▬ ▬▬▬▬▬ ▬▬▬ ▬▬ ▬▬▬▬ ▬ ▬▬▬▬▬ ▬▬▬ ▬▬ ▬▬▬▬ ▬ ▬▬▬▬▬ ▬▬▬ ▬▬ ▬▬▬▬ ▬ ▬▬▬▬▬ ▬▬▬ ▬▬ ▬▬▬▬ ▬ ▬▬▬▬▬ ▬▬▬ ▬▬ ▬▬▬▬ ▬ ▬▬▬▬▬ ▬▬▬ ▬▬ ▬▬▬▬ ▬ ▬▬▬▬▬ ▬▬▬ ▬▬ ▬▬▬▬ ▬ ▬▬▬▬▬ ▬▬▬ ▬▬ ▬▬▬▬ ▬ ▬▬▬▬▬ ▬▬▬ ▬▬ ▬▬▬▬ ▬ ▬▬▬▬▬ ▬▬▬ ▬▬ ▬▬▬▬ ▬ ▬▬▬▬▬ ▬▬▬ ▬▬ ▬▬▬▬ ▬ ▬▬▬▬▬ ▬▬▬ ▬▬ ▬▬▬▬ ▬ ▬▬▬▬▬ ▬▬▬ ▬▬ ▬▬▬▬ ▬ ▬▬▬▬▬ ▬▬▬ ▬▬ ▬▬▬▬ ▬ ▬▬▬▬▬ ▬▬▬ ▬▬ ▬▬▬▬ ▬ ▬▬▬▬▬ ▬▬▬ ▬▬ ▬▬▬▬ ▬ ▬▬▬▬▬ ▬▬▬ ▬▬ ▬▬▬▬ ▬ ▬▬▬▬▬ ▬▬▬ ▬▬ ▬▬▬▬ ▬ ▬▬▬▬▬ ▬▬▬ ▬▬ ▬▬▬▬ ▬ ▬▬▬▬▬ ▬▬▬ ▬▬ ▬▬▬▬ ▬ ▬▬▬▬▬ ▬▬▬ ▬▬ ▬▬▬▬ ▬ ▬▬▬▬▬: [409, 1176, 541, 1295]
- article-text: ▬▬▬ ▬▬ ▬▬▬▬ ▬ ▬▬▬▬▬ ▬▬▬ ▬▬ ▬▬▬▬ ▬ ▬▬▬▬▬ ▬▬▬ ▬▬ ▬▬▬▬ ▬ ▬▬▬▬▬ ▬▬▬ ▬▬ ▬▬▬▬ ▬ ▬▬▬▬▬ ▬▬▬ ▬▬ ▬▬▬▬ ▬ ▬▬▬▬▬ ▬▬▬ ▬▬ ▬▬▬▬ ▬ ▬▬▬▬▬ ▬▬▬ ▬▬ ▬▬▬▬ ▬ ▬▬▬▬▬ ▬▬▬ ▬▬ ▬▬▬▬ ▬ ▬▬▬▬▬ ▬▬▬ ▬▬ ▬▬▬▬ ▬ ▬▬▬▬▬ ▬▬▬ ▬▬ ▬▬▬▬ ▬ ▬▬▬▬▬ ▬▬▬ ▬▬ ▬▬▬▬ ▬ ▬▬▬▬▬ ▬▬▬ ▬▬ ▬▬▬▬ ▬ ▬▬▬▬▬ ▬▬▬ ▬▬ ▬▬▬▬ ▬ ▬▬▬▬▬ ▬▬▬ ▬▬ ▬▬▬▬ ▬ ▬▬▬▬▬ ▬▬▬ ▬▬ ▬▬▬▬ ▬ ▬▬▬▬▬ ▬▬▬ ▬▬ ▬▬▬▬ ▬ ▬▬▬▬▬ ▬▬▬ ▬▬ ▬▬▬▬ ▬ ▬▬▬▬▬ ▬▬▬ ▬▬ ▬▬▬▬ ▬ ▬▬▬▬▬ ▬▬▬ ▬▬ ▬▬▬▬ ▬ ▬▬▬▬▬ ▬▬▬ ▬▬ ▬▬▬▬ ▬ ▬▬▬▬▬ ▬▬▬ ▬▬ ▬▬▬▬ ▬ ▬▬▬▬▬ ▬▬▬ ▬▬ ▬▬▬▬ ▬ ▬▬▬▬▬ ▬▬▬ ▬▬ ▬▬▬▬ ▬ ▬▬▬▬▬ ▬▬▬ ▬▬ ▬▬▬▬ ▬ ▬▬▬▬▬ ▬▬▬ ▬▬ ▬▬▬▬ ▬ ▬▬▬▬▬ ▬▬▬ ▬▬ ▬▬▬▬ ▬ ▬▬▬▬▬ ▬▬▬ ▬▬ ▬▬▬▬ ▬ ▬▬▬▬▬ ▬▬▬ ▬▬ ▬▬▬▬ ▬ ▬▬▬▬▬ ▬▬▬ ▬▬ ▬▬▬▬ ▬ ▬▬▬▬▬ ▬▬▬ ▬▬ ▬▬▬▬ ▬ ▬▬▬▬▬ ▬▬▬ ▬▬ ▬▬▬▬ ▬ ▬▬▬▬▬ ▬▬▬ ▬▬ ▬▬▬▬ ▬ ▬▬▬▬▬ ▬▬▬ ▬▬ ▬▬▬▬ ▬ ▬▬▬▬▬ ▬▬▬ ▬▬ ▬▬▬▬ ▬ ▬▬▬▬▬ ▬▬▬ ▬▬ ▬▬▬▬ ▬ ▬▬▬▬▬ ▬▬▬ ▬▬ ▬▬▬▬ ▬ ▬▬▬▬▬ ▬▬▬ ▬▬ ▬▬▬▬ ▬ ▬▬▬▬▬ ▬▬▬ ▬▬ ▬▬▬▬ ▬ ▬▬▬▬▬ ▬▬▬ ▬▬ ▬▬▬▬ ▬ ▬▬▬▬▬ ▬▬▬ ▬▬ ▬▬▬▬ ▬ ▬▬▬▬▬ ▬▬▬ ▬▬ ▬▬▬▬ ▬ ▬▬▬▬▬ ▬▬▬ ▬▬ ▬▬▬▬ ▬ ▬▬▬▬▬ ▬▬▬ ▬▬ ▬▬▬▬ ▬ ▬▬▬▬▬ ▬▬▬ ▬▬ ▬▬▬▬ ▬ ▬▬▬▬▬ ▬▬▬ ▬▬ ▬▬▬▬ ▬ ▬▬▬▬▬: [409, 576, 541, 754]
- divider: [547, 533, 667, 534]
- ad-text: Devon St. . . . . . . New Plymouth.: [1013, 967, 1087, 973]
- nelson-moate-tea-ad: [992, 33, 1121, 391]
- subhead: AUSTRALIA v. YORKSHIRE AND LANCASHIRE.: [416, 170, 534, 177]
- sykes-drench-ad: [992, 977, 1108, 1148]
- subhead: HAYMARKET, STRATFORD.: [708, 760, 778, 767]
